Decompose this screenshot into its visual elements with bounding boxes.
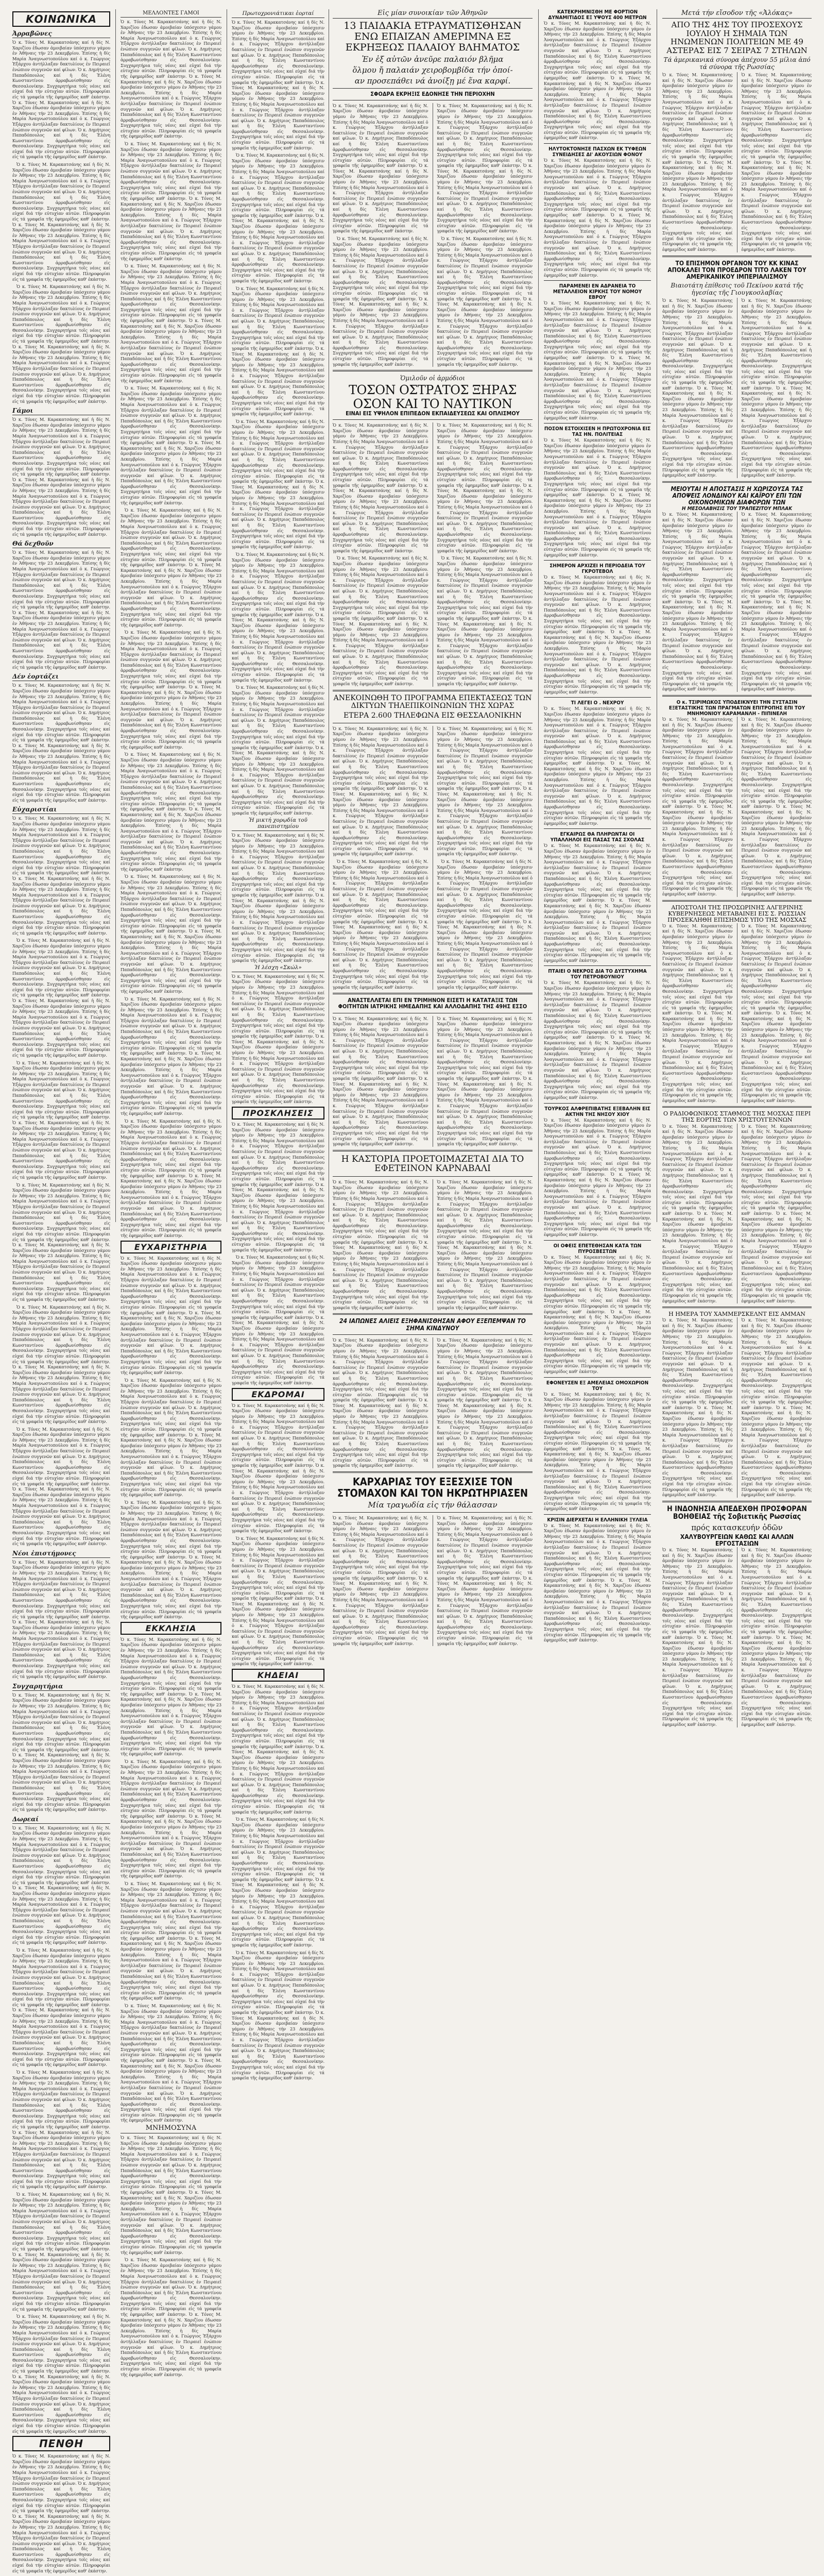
body-text: Ὁ κ. Τόνες Μ. Καρακατσάνης καί ἡ δίς Ν. Χαριζίου ἐδωσαν ἀμοιβαίαν ὑπόσχεσιν γάμου ἐν Ἀθήναις τήν 23 Δεκεμβρίου. Ἐπίσης ἡ δίς Μαρία Ἀναγνωστοπούλου καί ὁ κ. Γεώργιος Ἐξάρχου ἀντήλλαξαν δακτυλίους ἐν Πειραιεῖ ἐνώπιον συγγενῶν καί φίλων. Ὁ κ. Δημήτριος Παπαδόπουλος καί ἡ δίς Ἑλένη Κωνσταντίνου ἀρραβωνίσθησαν εἰς Θεσσαλονίκην. Συγχαρητήρια τοῖς νέοις καί εὐχαί διά τήν εὐτυχίαν αὐτῶν. Πληροφορίαι εἰς τά γραφεῖα τῆς ἐφημερίδος καθ' ἑκάστην. Ὁ κ. Τόνες Μ. Καρακατσάνης καί ἡ δίς Ν. Χαριζίου ἐδωσαν ἀμοιβαίαν ὑπόσχεσιν γάμου ἐν Ἀθήναις τήν 23 Δεκεμβρίου. Ἐπίσης ἡ δίς Μαρία Ἀναγνωστοπούλου καί ὁ κ. Γεώργιος Ἐξάρχου ἀντήλλαξαν δακτυλίους ἐν Πειραιεῖ ἐνώπιον συγγενῶν καί φίλων. Ὁ κ. Δημήτριος Παπαδόπουλος καί ἡ δίς Ἑλένη Κωνσταντίνου ἀρραβωνίσθησαν εἰς Θεσσαλονίκην. Συγχαρητήρια τοῖς νέοις καί εὐχαί διά τήν εὐτυχίαν αὐτῶν. Πληροφορίαι εἰς τά γραφεῖα τῆς ἐφημερίδος καθ' ἑκάστην.	[333, 859, 428, 990]
subhead-receptions: Θά δεχθοῦν	[12, 540, 110, 548]
body-text: Ὁ κ. Τόνες Μ. Καρακατσάνης καί ἡ δίς Ν. Χαριζίου ἐδωσαν ἀμοιβαίαν ὑπόσχεσιν γάμου ἐν Ἀθήναις τήν 23 Δεκεμβρίου. Ἐπίσης ἡ δίς Μαρία Ἀναγνωστοπούλου καί ὁ κ. Γεώργιος Ἐξάρχου ἀντήλλαξαν δακτυλίους ἐν Πειραιεῖ ἐνώπιον συγγενῶν καί φίλων. Ὁ κ. Δημήτριος Παπαδόπουλος καί ἡ δίς Ἑλένη Κωνσταντίνου ἀρραβωνίσθησαν εἰς Θεσσαλονίκην. Συγχαρητήρια τοῖς νέοις καί εὐχαί διά τήν εὐτυχίαν αὐτῶν. Πληροφορίαι εἰς τά γραφεῖα τῆς ἐφημερίδος καθ' ἑκάστην. Ὁ κ. Τόνες Μ. Καρακατσάνης καί ἡ δίς Ν. Χαριζίου ἐδωσαν ἀμοιβαίαν ὑπόσχεσιν γάμου ἐν Ἀθήναις τήν 23 Δεκεμβρίου. Ἐπίσης ἡ δίς Μαρία Ἀναγνωστοπούλου καί ὁ κ. Γεώργιος Ἐξάρχου ἀντήλλαξαν δακτυλίους ἐν Πειραιεῖ ἐνώπιον συγγενῶν καί φίλων. Ὁ κ. Δημήτριος Παπαδόπουλος καί ἡ δίς Ἑλένη Κωνσταντίνου ἀρραβωνίσθησαν εἰς Θεσσαλονίκην. Συγχαρητήρια τοῖς νέοις καί εὐχαί διά τήν εὐτυχίαν αὐτῶν. Πληροφορίαι εἰς τά γραφεῖα τῆς ἐφημερίδος καθ' ἑκάστην.	[12, 938, 110, 1058]
rule	[333, 1512, 533, 1513]
double-rule	[662, 695, 812, 697]
rule	[333, 1176, 533, 1177]
rule	[544, 1514, 651, 1515]
body-text: Ὁ κ. Τόνες Μ. Καρακατσάνης καί ἡ δίς Ν. Χαριζίου ἐδωσαν ἀμοιβαίαν ὑπόσχεσιν γάμου ἐν Ἀθήναις τήν 23 Δεκεμβρίου. Ἐπίσης ἡ δίς Μαρία Ἀναγνωστοπούλου καί ὁ κ. Γεώργιος Ἐξάρχου ἀντήλλαξαν δακτυλίους ἐν Πειραιεῖ ἐνώπιον συγγενῶν καί φίλων. Ὁ κ. Δημήτριος Παπαδόπουλος καί ἡ δίς Ἑλένη Κωνσταντίνου ἀρραβωνίσθησαν εἰς Θεσσαλονίκην. Συγχαρητήρια τοῖς νέοις καί εὐχαί διά τήν εὐτυχίαν αὐτῶν. Πληροφορίαι εἰς τά γραφεῖα τῆς ἐφημερίδος καθ' ἑκάστην. Ὁ κ. Τόνες Μ. Καρακατσάνης καί ἡ δίς Ν. Χαριζίου ἐδωσαν ἀμοιβαίαν ὑπόσχεσιν γάμου ἐν Ἀθήναις τήν 23 Δεκεμβρίου. Ἐπίσης ἡ δίς Μαρία Ἀναγνωστοπούλου καί ὁ κ. Γεώργιος Ἐξάρχου ἀντήλλαξαν δακτυλίους ἐν Πειραιεῖ ἐνώπιον συγγενῶν καί φίλων. Ὁ κ. Δημήτριος Παπαδόπουλος καί ἡ δίς Ἑλένη Κωνσταντίνου ἀρραβωνίσθησαν εἰς Θεσσαλονίκην. Συγχαρητήρια τοῖς νέοις καί εὐχαί διά τήν εὐτυχίαν αὐτῶν. Πληροφορίαι εἰς τά γραφεῖα τῆς ἐφημερίδος καθ' ἑκάστην.	[333, 555, 428, 687]
body-text: Ὁ κ. Τόνες Μ. Καρακατσάνης καί ἡ δίς Ν. Χαριζίου ἐδωσαν ἀμοιβαίαν ὑπόσχεσιν γάμου ἐν Ἀθήναις τήν 23 Δεκεμβρίου. Ἐπίσης ἡ δίς Μαρία Ἀναγνωστοπούλου καί ὁ κ. Γεώργιος Ἐξάρχου ἀντήλλαξαν δακτυλίους ἐν Πειραιεῖ ἐνώπιον συγγενῶν καί φίλων. Ὁ κ. Δημήτριος Παπαδόπουλος καί ἡ δίς Ἑλένη Κωνσταντίνου ἀρραβωνίσθησαν εἰς Θεσσαλονίκην. Συγχαρητήρια τοῖς νέοις καί εὐχαί διά τήν εὐτυχίαν αὐτῶν. Πληροφορίαι εἰς τά γραφεῖα τῆς ἐφημερίδος καθ' ἑκάστην. Ὁ κ. Τόνες Μ. Καρακατσάνης καί ἡ δίς Ν. Χαριζίου ἐδωσαν ἀμοιβαίαν ὑπόσχεσιν γάμου ἐν Ἀθήναις τήν 23 Δεκεμβρίου. Ἐπίσης ἡ δίς Μαρία Ἀναγνωστοπούλου καί ὁ κ. Γεώργιος Ἐξάρχου ἀντήλλαξαν δακτυλίους ἐν Πειραιεῖ ἐνώπιον συγγενῶν καί φίλων. Ὁ κ. Δημήτριος Παπαδόπουλος καί ἡ δίς Ἑλένη Κωνσταντίνου ἀρραβωνίσθησαν εἰς Θεσσαλονίκην. Συγχαρητήρια τοῖς νέοις καί εὐχαί διά τήν εὐτυχίαν αὐτῶν. Πληροφορίαι εἰς τά γραφεῖα τῆς ἐφημερίδος καθ' ἑκάστην.	[544, 706, 651, 826]
section-title-invitations: ΠΡΟΣΚΛΗΣΕΙΣ	[232, 1107, 324, 1120]
body-text: Ὁ κ. Τόνες Μ. Καρακατσάνης καί ἡ δίς Ν. Χαριζίου ἐδωσαν ἀμοιβαίαν ὑπόσχεσιν γάμου ἐν Ἀθήναις τήν 23 Δεκεμβρίου. Ἐπίσης ἡ δίς Μαρία Ἀναγνωστοπούλου καί ὁ κ. Γεώργιος Ἐξάρχου ἀντήλλαξαν δακτυλίους ἐν Πειραιεῖ ἐνώπιον συγγενῶν καί φίλων. Ὁ κ. Δημήτριος Παπαδόπουλος καί ἡ δίς Ἑλένη Κωνσταντίνου ἀρραβωνίσθησαν εἰς Θεσσαλονίκην. Συγχαρητήρια τοῖς νέοις καί εὐχαί διά τήν εὐτυχίαν αὐτῶν. Πληροφορίαι εἰς τά γραφεῖα τῆς ἐφημερίδος καθ' ἑκάστην. Ὁ κ. Τόνες Μ. Καρακατσάνης καί ἡ δίς Ν. Χαριζίου ἐδωσαν ἀμοιβαίαν ὑπόσχεσιν γάμου ἐν Ἀθήναις τήν 23 Δεκεμβρίου. Ἐπίσης ἡ δίς Μαρία Ἀναγνωστοπούλου καί ὁ κ. Γεώργιος Ἐξάρχου ἀντήλλαξαν δακτυλίους ἐν Πειραιεῖ ἐνώπιον συγγενῶν καί φίλων. Ὁ κ. Δημήτριος Παπαδόπουλος καί ἡ δίς Ἑλένη Κωνσταντίνου ἀρραβωνίσθησαν εἰς Θεσσαλονίκην. Συγχαρητήρια τοῖς νέοις καί εὐχαί διά τήν εὐτυχίαν αὐτῶν. Πληροφορίαι εἰς τά γραφεῖα τῆς ἐφημερίδος καθ' ἑκάστην.	[12, 1426, 110, 1547]
two-col-block	[333, 422, 533, 687]
body-text: Ὁ κ. Τόνες Μ. Καρακατσάνης καί ἡ δίς Ν. Χαριζίου ἐδωσαν ἀμοιβαίαν ὑπόσχεσιν γάμου ἐν Ἀθήναις τήν 23 Δεκεμβρίου. Ἐπίσης ἡ δίς Μαρία Ἀναγνωστοπούλου καί ὁ κ. Γεώργιος Ἐξάρχου ἀντήλλαξαν δακτυλίους ἐν Πειραιεῖ ἐνώπιον συγγενῶν καί φίλων. Ὁ κ. Δημήτριος Παπαδόπουλος καί ἡ δίς Ἑλένη Κωνσταντίνου ἀρραβωνίσθησαν εἰς Θεσσαλονίκην. Συγχαρητήρια τοῖς νέοις καί εὐχαί διά τήν εὐτυχίαν αὐτῶν. Πληροφορίαι εἰς τά γραφεῖα τῆς ἐφημερίδος καθ' ἑκάστην. Ὁ κ. Τόνες Μ. Καρακατσάνης καί ἡ δίς Ν. Χαριζίου ἐδωσαν ἀμοιβαίαν ὑπόσχεσιν γάμου ἐν Ἀθήναις τήν 23 Δεκεμβρίου. Ἐπίσης ἡ δίς Μαρία Ἀναγνωστοπούλου καί ὁ κ. Γεώργιος Ἐξάρχου ἀντήλλαξαν δακτυλίους ἐν Πειραιεῖ ἐνώπιον συγγενῶν καί φίλων. Ὁ κ. Δημήτριος Παπαδόπουλος καί ἡ δίς Ἑλένη Κωνσταντίνου ἀρραβωνίσθησαν εἰς Θεσσαλονίκην. Συγχαρητήρια τοῖς νέοις καί εὐχαί διά τήν εὐτυχίαν αὐτῶν. Πληροφορίαι εἰς τά γραφεῖα τῆς ἐφημερίδος καθ' ἑκάστην.	[232, 1122, 324, 1252]
body-text: Ὁ κ. Τόνες Μ. Καρακατσάνης καί ἡ δίς Ν. Χαριζίου ἐδωσαν ἀμοιβαίαν ὑπόσχεσιν γάμου ἐν Ἀθήναις τήν 23 Δεκεμβρίου. Ἐπίσης ἡ δίς Μαρία Ἀναγνωστοπούλου καί ὁ κ. Γεώργιος Ἐξάρχου ἀντήλλαξαν δακτυλίους ἐν Πειραιεῖ ἐνώπιον συγγενῶν καί φίλων. Ὁ κ. Δημήτριος Παπαδόπουλος καί ἡ δίς Ἑλένη Κωνσταντίνου ἀρραβωνίσθησαν εἰς Θεσσαλονίκην. Συγχαρητήρια τοῖς νέοις καί εὐχαί διά τήν εὐτυχίαν αὐτῶν. Πληροφορίαι εἰς τά γραφεῖα τῆς ἐφημερίδος καθ' ἑκάστην. Ὁ κ. Τόνες Μ. Καρακατσάνης καί ἡ δίς Ν. Χαριζίου ἐδωσαν ἀμοιβαίαν ὑπόσχεσιν γάμου ἐν Ἀθήναις τήν 23 Δεκεμβρίου. Ἐπίσης ἡ δίς Μαρία Ἀναγνωστοπούλου καί ὁ κ. Γεώργιος Ἐξάρχου ἀντήλλαξαν δακτυλίους ἐν Πειραιεῖ ἐνώπιον συγγενῶν καί φίλων. Ὁ κ. Δημήτριος Παπαδόπουλος καί ἡ δίς Ἑλένη Κωνσταντίνου ἀρραβωνίσθησαν εἰς Θεσσαλονίκην. Συγχαρητήρια τοῖς νέοις καί εὐχαί διά τήν εὐτυχίαν αὐτῶν. Πληροφορίαι εἰς τά γραφεῖα τῆς ἐφημερίδος καθ' ἑκάστην.	[333, 422, 428, 553]
body-text: Ὁ κ. Τόνες Μ. Καρακατσάνης καί ἡ δίς Ν. Χαριζίου ἐδωσαν ἀμοιβαίαν ὑπόσχεσιν γάμου ἐν Ἀθήναις τήν 23 Δεκεμβρίου. Ἐπίσης ἡ δίς Μαρία Ἀναγνωστοπούλου καί ὁ κ. Γεώργιος Ἐξάρχου ἀντήλλαξαν δακτυλίους ἐν Πειραιεῖ ἐνώπιον συγγενῶν καί φίλων. Ὁ κ. Δημήτριος Παπαδόπουλος καί ἡ δίς Ἑλένη Κωνσταντίνου ἀρραβωνίσθησαν εἰς Θεσσαλονίκην. Συγχαρητήρια τοῖς νέοις καί εὐχαί διά τήν εὐτυχίαν αὐτῶν. Πληροφορίαι εἰς τά γραφεῖα τῆς ἐφημερίδος καθ' ἑκάστην. Ὁ κ. Τόνες Μ. Καρακατσάνης καί ἡ δίς Ν. Χαριζίου ἐδωσαν ἀμοιβαίαν ὑπόσχεσιν γάμου ἐν Ἀθήναις τήν 23 Δεκεμβρίου. Ἐπίσης ἡ δίς Μαρία Ἀναγνωστοπούλου καί ὁ κ. Γεώργιος Ἐξάρχου ἀντήλλαξαν δακτυλίους ἐν Πειραιεῖ ἐνώπιον συγγενῶν καί φίλων. Ὁ κ. Δημήτριος Παπαδόπουλος καί ἡ δίς Ἑλένη Κωνσταντίνου ἀρραβωνίσθησαν εἰς Θεσσαλονίκην. Συγχαρητήρια τοῖς νέοις καί εὐχαί διά τήν εὐτυχίαν αὐτῶν. Πληροφορίαι εἰς τά γραφεῖα τῆς ἐφημερίδος καθ' ἑκάστην.	[12, 1692, 110, 1812]
headline-algeria: ΑΠΟΣΤΟΛΗ ΤΗΣ ΠΡΟΣΩΡΙΝΗΣ ΑΛΓΕΡΙΝΗΣ ΚΥΒΕΡΝΗΣΕΩΣ ΜΕΤΑΒΑΙΝΕΙ ΕΙΣ Σ. ΡΩΣΣΙΑΝ	[668, 904, 806, 917]
headline-nehru: ΤΙ ΛΕΓΕΙ Ο . ΝΕΧΡΟΥ	[571, 700, 624, 706]
body-text: Ὁ κ. Τόνες Μ. Καρακατσάνης καί ἡ δίς Ν. Χαριζίου ἐδωσαν ἀμοιβαίαν ὑπόσχεσιν γάμου ἐν Ἀθήναις τήν 23 Δεκεμβρίου. Ἐπίσης ἡ δίς Μαρία Ἀναγνωστοπούλου καί ὁ κ. Γεώργιος Ἐξάρχου ἀντήλλαξαν δακτυλίους ἐν Πειραιεῖ ἐνώπιον συγγενῶν καί φίλων. Ὁ κ. Δημήτριος Παπαδόπουλος καί ἡ δίς Ἑλένη Κωνσταντίνου ἀρραβωνίσθησαν εἰς Θεσσαλονίκην. Συγχαρητήρια τοῖς νέοις καί εὐχαί διά τήν εὐτυχίαν αὐτῶν. Πληροφορίαι εἰς τά γραφεῖα τῆς ἐφημερίδος καθ' ἑκάστην. Ὁ κ. Τόνες Μ. Καρακατσάνης καί ἡ δίς Ν. Χαριζίου ἐδωσαν ἀμοιβαίαν ὑπόσχεσιν γάμου ἐν Ἀθήναις τήν 23 Δεκεμβρίου. Ἐπίσης ἡ δίς Μαρία Ἀναγνωστοπούλου καί ὁ κ. Γεώργιος Ἐξάρχου ἀντήλλαξαν δακτυλίους ἐν Πειραιεῖ ἐνώπιον συγγενῶν καί φίλων. Ὁ κ. Δημήτριος Παπαδόπουλος καί ἡ δίς Ἑλένη Κωνσταντίνου ἀρραβωνίσθησαν εἰς Θεσσαλονίκην. Συγχαρητήρια τοῖς νέοις καί εὐχαί διά τήν εὐτυχίαν αὐτῶν. Πληροφορίαι εἰς τά γραφεῖα τῆς ἐφημερίδος καθ' ἑκάστην.	[12, 1825, 110, 1945]
two-col-block	[333, 103, 533, 367]
subhead-wishes: Εὐχαριστίαι	[12, 806, 110, 814]
deck-peking: Βιαιοτάτη ἐπίθεσις τοῦ Πεκίνου κατά τῆς ἡγεσίας τῆς Γιουγκοσλαβίας	[671, 282, 803, 297]
subhead-congrats: Συγχαρητήρια	[12, 1683, 110, 1691]
body-text: Ὁ κ. Τόνες Μ. Καρακατσάνης καί ἡ δίς Ν. Χαριζίου ἐδωσαν ἀμοιβαίαν ὑπόσχεσιν γάμου ἐν Ἀθήναις τήν 23 Δεκεμβρίου. Ἐπίσης ἡ δίς Μαρία Ἀναγνωστοπούλου καί ὁ κ. Γεώργιος Ἐξάρχου ἀντήλλαξαν δακτυλίους ἐν Πειραιεῖ ἐνώπιον συγγενῶν καί φίλων. Ὁ κ. Δημήτριος Παπαδόπουλος καί ἡ δίς Ἑλένη Κωνσταντίνου ἀρραβωνίσθησαν εἰς Θεσσαλονίκην. Συγχαρητήρια τοῖς νέοις καί εὐχαί διά τήν εὐτυχίαν αὐτῶν. Πληροφορίαι εἰς τά γραφεῖα τῆς ἐφημερίδος καθ' ἑκάστην. Ὁ κ. Τόνες Μ. Καρακατσάνης καί ἡ δίς Ν. Χαριζίου ἐδωσαν ἀμοιβαίαν ὑπόσχεσιν γάμου ἐν Ἀθήναις τήν 23 Δεκεμβρίου. Ἐπίσης ἡ δίς Μαρία Ἀναγνωστοπούλου καί ὁ κ. Γεώργιος Ἐξάρχου ἀντήλλαξαν δακτυλίους ἐν Πειραιεῖ ἐνώπιον συγγενῶν καί φίλων. Ὁ κ. Δημήτριος Παπαδόπουλος καί ἡ δίς Ἑλένη Κωνσταντίνου ἀρραβωνίσθησαν εἰς Θεσσαλονίκην. Συγχαρητήρια τοῖς νέοις καί εὐχαί διά τήν εὐτυχίαν αὐτῶν. Πληροφορίαι εἰς τά γραφεῖα τῆς ἐφημερίδος καθ' ἑκάστην.	[12, 1182, 110, 1302]
body-text: Ὁ κ. Τόνες Μ. Καρακατσάνης καί ἡ δίς Ν. Χαριζίου ἐδωσαν ἀμοιβαίαν ὑπόσχεσιν γάμου ἐν Ἀθήναις τήν 23 Δεκεμβρίου. Ἐπίσης ἡ δίς Μαρία Ἀναγνωστοπούλου καί ὁ κ. Γεώργιος Ἐξάρχου ἀντήλλαξαν δακτυλίους ἐν Πειραιεῖ ἐνώπιον συγγενῶν καί φίλων. Ὁ κ. Δημήτριος Παπαδόπουλος καί ἡ δίς Ἑλένη Κωνσταντίνου ἀρραβωνίσθησαν εἰς Θεσσαλονίκην. Συγχαρητήρια τοῖς νέοις καί εὐχαί διά τήν εὐτυχίαν αὐτῶν. Πληροφορίαι εἰς τά γραφεῖα τῆς ἐφημερίδος καθ' ἑκάστην. Ὁ κ. Τόνες Μ. Καρακατσάνης καί ἡ δίς Ν. Χαριζίου ἐδωσαν ἀμοιβαίαν ὑπόσχεσιν γάμου ἐν Ἀθήναις τήν 23 Δεκεμβρίου. Ἐπίσης ἡ δίς Μαρία Ἀναγνωστοπούλου καί ὁ κ. Γεώργιος Ἐξάρχου ἀντήλλαξαν δακτυλίους ἐν Πειραιεῖ ἐνώπιον συγγενῶν καί φίλων. Ὁ κ. Δημήτριος Παπαδόπουλος καί ἡ δίς Ἑλένη Κωνσταντίνου ἀρραβωνίσθησαν εἰς Θεσσαλονίκην. Συγχαρητήρια τοῖς νέοις καί εὐχαί διά τήν εὐτυχίαν αὐτῶν. Πληροφορίαι εἰς τά γραφεῖα τῆς ἐφημερίδος καθ' ἑκάστην.	[741, 512, 812, 692]
body-text: Ὁ κ. Τόνες Μ. Καρακατσάνης καί ἡ δίς Ν. Χαριζίου ἐδωσαν ἀμοιβαίαν ὑπόσχεσιν γάμου ἐν Ἀθήναις τήν 23 Δεκεμβρίου. Ἐπίσης ἡ δίς Μαρία Ἀναγνωστοπούλου καί ὁ κ. Γεώργιος Ἐξάρχου ἀντήλλαξαν δακτυλίους ἐν Πειραιεῖ ἐνώπιον συγγενῶν καί φίλων. Ὁ κ. Δημήτριος Παπαδόπουλος καί ἡ δίς Ἑλένη Κωνσταντίνου ἀρραβωνίσθησαν εἰς Θεσσαλονίκην. Συγχαρητήρια τοῖς νέοις καί εὐχαί διά τήν εὐτυχίαν αὐτῶν. Πληροφορίαι εἰς τά γραφεῖα τῆς ἐφημερίδος καθ' ἑκάστην. Ὁ κ. Τόνες Μ. Καρακατσάνης καί ἡ δίς Ν. Χαριζίου ἐδωσαν ἀμοιβαίαν ὑπόσχεσιν γάμου ἐν Ἀθήναις τήν 23 Δεκεμβρίου. Ἐπίσης ἡ δίς Μαρία Ἀναγνωστοπούλου καί ὁ κ. Γεώργιος Ἐξάρχου ἀντήλλαξαν δακτυλίους ἐν Πειραιεῖ ἐνώπιον συγγενῶν καί φίλων. Ὁ κ. Δημήτριος Παπαδόπουλος καί ἡ δίς Ἑλένη Κωνσταντίνου ἀρραβωνίσθησαν εἰς Θεσσαλονίκην. Συγχαρητήρια τοῖς νέοις καί εὐχαί διά τήν εὐτυχίαν αὐτῶν. Πληροφορίαι εἰς τά γραφεῖα τῆς ἐφημερίδος καθ' ἑκάστην.	[12, 1304, 110, 1425]
double-rule	[333, 993, 533, 994]
subhead-weddings: Γάμοι	[12, 407, 110, 415]
headline-indonesia-sub2: ΧΑΛΥΒΟΥΡΓΕΙΩΝ ΚΑΘΩΣ ΚΑΙ ΑΛΛΩΝ ΕΡΓΟΣΤΑΣΙΩΝ	[680, 1533, 794, 1547]
two-col-block	[333, 1337, 533, 1468]
body-text: Ὁ κ. Τόνες Μ. Καρακατσάνης καί ἡ δίς Ν. Χαριζίου ἐδωσαν ἀμοιβαίαν ὑπόσχεσιν γάμου ἐν Ἀθήναις τήν 23 Δεκεμβρίου. Ἐπίσης ἡ δίς Μαρία Ἀναγνωστοπούλου καί ὁ κ. Γεώργιος Ἐξάρχου ἀντήλλαξαν δακτυλίους ἐν Πειραιεῖ ἐνώπιον συγγενῶν καί φίλων. Ὁ κ. Δημήτριος Παπαδόπουλος καί ἡ δίς Ἑλένη Κωνσταντίνου ἀρραβωνίσθησαν εἰς Θεσσαλονίκην. Συγχαρητήρια τοῖς νέοις καί εὐχαί διά τήν εὐτυχίαν αὐτῶν. Πληροφορίαι εἰς τά γραφεῖα τῆς ἐφημερίδος καθ' ἑκάστην. Ὁ κ. Τόνες Μ. Καρακατσάνης καί ἡ δίς Ν. Χαριζίου ἐδωσαν ἀμοιβαίαν ὑπόσχεσιν γάμου ἐν Ἀθήναις τήν 23 Δεκεμβρίου. Ἐπίσης ἡ δίς Μαρία Ἀναγνωστοπούλου καί ὁ κ. Γεώργιος Ἐξάρχου ἀντήλλαξαν δακτυλίους ἐν Πειραιεῖ ἐνώπιον συγγενῶν καί φίλων. Ὁ κ. Δημήτριος Παπαδόπουλος καί ἡ δίς Ἑλένη Κωνσταντίνου ἀρραβωνίσθησαν εἰς Θεσσαλονίκην. Συγχαρητήρια τοῖς νέοις καί εὐχαί διά τήν εὐτυχίαν αὐτῶν. Πληροφορίαι εἰς τά γραφεῖα τῆς ἐφημερίδος καθ' ἑκάστην.	[12, 417, 110, 537]
body-text: Ὁ κ. Τόνες Μ. Καρακατσάνης καί ἡ δίς Ν. Χαριζίου ἐδωσαν ἀμοιβαίαν ὑπόσχεσιν γάμου ἐν Ἀθήναις τήν 23 Δεκεμβρίου. Ἐπίσης ἡ δίς Μαρία Ἀναγνωστοπούλου καί ὁ κ. Γεώργιος Ἐξάρχου ἀντήλλαξαν δακτυλίους ἐν Πειραιεῖ ἐνώπιον συγγενῶν καί φίλων. Ὁ κ. Δημήτριος Παπαδόπουλος καί ἡ δίς Ἑλένη Κωνσταντίνου ἀρραβωνίσθησαν εἰς Θεσσαλονίκην. Συγχαρητήρια τοῖς νέοις καί εὐχαί διά τήν εὐτυχίαν αὐτῶν. Πληροφορίαι εἰς τά γραφεῖα τῆς ἐφημερίδος καθ' ἑκάστην. Ὁ κ. Τόνες Μ. Καρακατσάνης καί ἡ δίς Ν. Χαριζίου ἐδωσαν ἀμοιβαίαν ὑπόσχεσιν γάμου ἐν Ἀθήναις τήν 23 Δεκεμβρίου. Ἐπίσης ἡ δίς Μαρία Ἀναγνωστοπούλου καί ὁ κ. Γεώργιος Ἐξάρχου ἀντήλλαξαν δακτυλίους ἐν Πειραιεῖ ἐνώπιον συγγενῶν καί φίλων. Ὁ κ. Δημήτριος Παπαδόπουλος καί ἡ δίς Ἑλένη Κωνσταντίνου ἀρραβωνίσθησαν εἰς Θεσσαλονίκην. Συγχαρητήρια τοῖς νέοις καί εὐχαί διά τήν εὐτυχίαν αὐτῶν. Πληροφορίαι εἰς τά γραφεῖα τῆς ἐφημερίδος καθ' ἑκάστην.	[544, 1522, 651, 1643]
body-text: Ὁ κ. Τόνες Μ. Καρακατσάνης καί ἡ δίς Ν. Χαριζίου ἐδωσαν ἀμοιβαίαν ὑπόσχεσιν γάμου ἐν Ἀθήναις τήν 23 Δεκεμβρίου. Ἐπίσης ἡ δίς Μαρία Ἀναγνωστοπούλου καί ὁ κ. Γεώργιος Ἐξάρχου ἀντήλλαξαν δακτυλίους ἐν Πειραιεῖ ἐνώπιον συγγενῶν καί φίλων. Ὁ κ. Δημήτριος Παπαδόπουλος καί ἡ δίς Ἑλένη Κωνσταντίνου ἀρραβωνίσθησαν εἰς Θεσσαλονίκην. Συγχαρητήρια τοῖς νέοις καί εὐχαί διά τήν εὐτυχίαν αὐτῶν. Πληροφορίαι εἰς τά γραφεῖα τῆς ἐφημερίδος καθ' ἑκάστην. Ὁ κ. Τόνες Μ. Καρακατσάνης καί ἡ δίς Ν. Χαριζίου ἐδωσαν ἀμοιβαίαν ὑπόσχεσιν γάμου ἐν Ἀθήναις τήν 23 Δεκεμβρίου. Ἐπίσης ἡ δίς Μαρία Ἀναγνωστοπούλου καί ὁ κ. Γεώργιος Ἐξάρχου ἀντήλλαξαν δακτυλίους ἐν Πειραιεῖ ἐνώπιον συγγενῶν καί φίλων. Ὁ κ. Δημήτριος Παπαδόπουλος καί ἡ δίς Ἑλένη Κωνσταντίνου ἀρραβωνίσθησαν εἰς Θεσσαλονίκην. Συγχαρητήρια τοῖς νέοις καί εὐχαί διά τήν εὐτυχίαν αὐτῶν. Πληροφορίαι εἰς τά γραφεῖα τῆς ἐφημερίδος καθ' ἑκάστην.	[121, 874, 221, 994]
headline-indonesia-sub: πρός κατασκευήν ὁδῶν	[691, 1522, 783, 1532]
section-title-social: ΚΟΙΝΩΝΙΚΑ	[12, 11, 110, 27]
body-text: Ὁ κ. Τόνες Μ. Καρακατσάνης καί ἡ δίς Ν. Χαριζίου ἐδωσαν ἀμοιβαίαν ὑπόσχεσιν γάμου ἐν Ἀθήναις τήν 23 Δεκεμβρίου. Ἐπίσης ἡ δίς Μαρία Ἀναγνωστοπούλου καί ὁ κ. Γεώργιος Ἐξάρχου ἀντήλλαξαν δακτυλίους ἐν Πειραιεῖ ἐνώπιον συγγενῶν καί φίλων. Ὁ κ. Δημήτριος Παπαδόπουλος καί ἡ δίς Ἑλένη Κωνσταντίνου ἀρραβωνίσθησαν εἰς Θεσσαλονίκην. Συγχαρητήρια τοῖς νέοις καί εὐχαί διά τήν εὐτυχίαν αὐτῶν. Πληροφορίαι εἰς τά γραφεῖα τῆς ἐφημερίδος καθ' ἑκάστην. Ὁ κ. Τόνες Μ. Καρακατσάνης καί ἡ δίς Ν. Χαριζίου ἐδωσαν ἀμοιβαίαν ὑπόσχεσιν γάμου ἐν Ἀθήναις τήν 23 Δεκεμβρίου. Ἐπίσης ἡ δίς Μαρία Ἀναγνωστοπούλου καί ὁ κ. Γεώργιος Ἐξάρχου ἀντήλλαξαν δακτυλίους ἐν Πειραιεῖ ἐνώπιον συγγενῶν καί φίλων. Ὁ κ. Δημήτριος Παπαδόπουλος καί ἡ δίς Ἑλένη Κωνσταντίνου ἀρραβωνίσθησαν εἰς Θεσσαλονίκην. Συγχαρητήρια τοῖς νέοις καί εὐχαί διά τήν εὐτυχίαν αὐτῶν. Πληροφορίαι εἰς τά γραφεῖα τῆς ἐφημερίδος καθ' ἑκάστην.	[121, 1499, 221, 1620]
body-text: Ὁ κ. Τόνες Μ. Καρακατσάνης καί ἡ δίς Ν. Χαριζίου ἐδωσαν ἀμοιβαίαν ὑπόσχεσιν γάμου ἐν Ἀθήναις τήν 23 Δεκεμβρίου. Ἐπίσης ἡ δίς Μαρία Ἀναγνωστοπούλου καί ὁ κ. Γεώργιος Ἐξάρχου ἀντήλλαξαν δακτυλίους ἐν Πειραιεῖ ἐνώπιον συγγενῶν καί φίλων. Ὁ κ. Δημήτριος Παπαδόπουλος καί ἡ δίς Ἑλένη Κωνσταντίνου ἀρραβωνίσθησαν εἰς Θεσσαλονίκην. Συγχαρητήρια τοῖς νέοις καί εὐχαί διά τήν εὐτυχίαν αὐτῶν. Πληροφορίαι εἰς τά γραφεῖα τῆς ἐφημερίδος καθ' ἑκάστην. Ὁ κ. Τόνες Μ. Καρακατσάνης καί ἡ δίς Ν. Χαριζίου ἐδωσαν ἀμοιβαίαν ὑπόσχεσιν γάμου ἐν Ἀθήναις τήν 23 Δεκεμβρίου. Ἐπίσης ἡ δίς Μαρία Ἀναγνωστοπούλου καί ὁ κ. Γεώργιος Ἐξάρχου ἀντήλλαξαν δακτυλίους ἐν Πειραιεῖ ἐνώπιον συγγενῶν καί φίλων. Ὁ κ. Δημήτριος Παπαδόπουλος καί ἡ δίς Ἑλένη Κωνσταντίνου ἀρραβωνίσθησαν εἰς Θεσσαλονίκην. Συγχαρητήρια τοῖς νέοις καί εὐχαί διά τήν εὐτυχίαν αὐτῶν. Πληροφορίαι εἰς τά γραφεῖα τῆς ἐφημερίδος καθ' ἑκάστην.	[437, 422, 533, 553]
body-text: Ὁ κ. Τόνες Μ. Καρακατσάνης καί ἡ δίς Ν. Χαριζίου ἐδωσαν ἀμοιβαίαν ὑπόσχεσιν γάμου ἐν Ἀθήναις τήν 23 Δεκεμβρίου. Ἐπίσης ἡ δίς Μαρία Ἀναγνωστοπούλου καί ὁ κ. Γεώργιος Ἐξάρχου ἀντήλλαξαν δακτυλίους ἐν Πειραιεῖ ἐνώπιον συγγενῶν καί φίλων. Ὁ κ. Δημήτριος Παπαδόπουλος καί ἡ δίς Ἑλένη Κωνσταντίνου ἀρραβωνίσθησαν εἰς Θεσσαλονίκην. Συγχαρητήρια τοῖς νέοις καί εὐχαί διά τήν εὐτυχίαν αὐτῶν. Πληροφορίαι εἰς τά γραφεῖα τῆς ἐφημερίδος καθ' ἑκάστην. Ὁ κ. Τόνες Μ. Καρακατσάνης καί ἡ δίς Ν. Χαριζίου ἐδωσαν ἀμοιβαίαν ὑπόσχεσιν γάμου ἐν Ἀθήναις τήν 23 Δεκεμβρίου. Ἐπίσης ἡ δίς Μαρία Ἀναγνωστοπούλου καί ὁ κ. Γεώργιος Ἐξάρχου ἀντήλλαξαν δακτυλίους ἐν Πειραιεῖ ἐνώπιον συγγενῶν καί φίλων. Ὁ κ. Δημήτριος Παπαδόπουλος καί ἡ δίς Ἑλένη Κωνσταντίνου ἀρραβωνίσθησαν εἰς Θεσσαλονίκην. Συγχαρητήρια τοῖς νέοις καί εὐχαί διά τήν εὐτυχίαν αὐτῶν. Πληροφορίαι εἰς τά γραφεῖα τῆς ἐφημερίδος καθ' ἑκάστην.	[232, 1950, 324, 2081]
body-text: Ὁ κ. Τόνες Μ. Καρακατσάνης καί ἡ δίς Ν. Χαριζίου ἐδωσαν ἀμοιβαίαν ὑπόσχεσιν γάμου ἐν Ἀθήναις τήν 23 Δεκεμβρίου. Ἐπίσης ἡ δίς Μαρία Ἀναγνωστοπούλου καί ὁ κ. Γεώργιος Ἐξάρχου ἀντήλλαξαν δακτυλίους ἐν Πειραιεῖ ἐνώπιον συγγενῶν καί φίλων. Ὁ κ. Δημήτριος Παπαδόπουλος καί ἡ δίς Ἑλένη Κωνσταντίνου ἀρραβωνίσθησαν εἰς Θεσσαλονίκην. Συγχαρητήρια τοῖς νέοις καί εὐχαί διά τήν εὐτυχίαν αὐτῶν. Πληροφορίαι εἰς τά γραφεῖα τῆς ἐφημερίδος καθ' ἑκάστην. Ὁ κ. Τόνες Μ. Καρακατσάνης καί ἡ δίς Ν. Χαριζίου ἐδωσαν ἀμοιβαίαν ὑπόσχεσιν γάμου ἐν Ἀθήναις τήν 23 Δεκεμβρίου. Ἐπίσης ἡ δίς Μαρία Ἀναγνωστοπούλου καί ὁ κ. Γεώργιος Ἐξάρχου ἀντήλλαξαν δακτυλίους ἐν Πειραιεῖ ἐνώπιον συγγενῶν καί φίλων. Ὁ κ. Δημήτριος Παπαδόπουλος καί ἡ δίς Ἑλένη Κωνσταντίνου ἀρραβωνίσθησαν εἰς Θεσσαλονίκην. Συγχαρητήρια τοῖς νέοις καί εὐχαί διά τήν εὐτυχίαν αὐτῶν. Πληροφορίαι εἰς τά γραφεῖα τῆς ἐφημερίδος καθ' ἑκάστην.	[121, 1636, 221, 1757]
body-text: Ὁ κ. Τόνες Μ. Καρακατσάνης καί ἡ δίς Ν. Χαριζίου ἐδωσαν ἀμοιβαίαν ὑπόσχεσιν γάμου ἐν Ἀθήναις τήν 23 Δεκεμβρίου. Ἐπίσης ἡ δίς Μαρία Ἀναγνωστοπούλου καί ὁ κ. Γεώργιος Ἐξάρχου ἀντήλλαξαν δακτυλίους ἐν Πειραιεῖ ἐνώπιον συγγενῶν καί φίλων. Ὁ κ. Δημήτριος Παπαδόπουλος καί ἡ δίς Ἑλένη Κωνσταντίνου ἀρραβωνίσθησαν εἰς Θεσσαλονίκην. Συγχαρητήρια τοῖς νέοις καί εὐχαί διά τήν εὐτυχίαν αὐτῶν. Πληροφορίαι εἰς τά γραφεῖα τῆς ἐφημερίδος καθ' ἑκάστην. Ὁ κ. Τόνες Μ. Καρακατσάνης καί ἡ δίς Ν. Χαριζίου ἐδωσαν ἀμοιβαίαν ὑπόσχεσιν γάμου ἐν Ἀθήναις τήν 23 Δεκεμβρίου. Ἐπίσης ἡ δίς Μαρία Ἀναγνωστοπούλου καί ὁ κ. Γεώργιος Ἐξάρχου ἀντήλλαξαν δακτυλίους ἐν Πειραιεῖ ἐνώπιον συγγενῶν καί φίλων. Ὁ κ. Δημήτριος Παπαδόπουλος καί ἡ δίς Ἑλένη Κωνσταντίνου ἀρραβωνίσθησαν εἰς Θεσσαλονίκην. Συγχαρητήρια τοῖς νέοις καί εὐχαί διά τήν εὐτυχίαν αὐτῶν. Πληροφορίαι εἰς τά γραφεῖα τῆς ἐφημερίδος καθ' ἑκάστην.	[232, 973, 324, 1105]
two-col-block	[662, 717, 812, 897]
body-text: Ὁ κ. Τόνες Μ. Καρακατσάνης καί ἡ δίς Ν. Χαριζίου ἐδωσαν ἀμοιβαίαν ὑπόσχεσιν γάμου ἐν Ἀθήναις τήν 23 Δεκεμβρίου. Ἐπίσης ἡ δίς Μαρία Ἀναγνωστοπούλου καί ὁ κ. Γεώργιος Ἐξάρχου ἀντήλλαξαν δακτυλίους ἐν Πειραιεῖ ἐνώπιον συγγενῶν καί φίλων. Ὁ κ. Δημήτριος Παπαδόπουλος καί ἡ δίς Ἑλένη Κωνσταντίνου ἀρραβωνίσθησαν εἰς Θεσσαλονίκην. Συγχαρητήρια τοῖς νέοις καί εὐχαί διά τήν εὐτυχίαν αὐτῶν. Πληροφορίαι εἰς τά γραφεῖα τῆς ἐφημερίδος καθ' ἑκάστην. Ὁ κ. Τόνες Μ. Καρακατσάνης καί ἡ δίς Ν. Χαριζίου ἐδωσαν ἀμοιβαίαν ὑπόσχεσιν γάμου ἐν Ἀθήναις τήν 23 Δεκεμβρίου. Ἐπίσης ἡ δίς Μαρία Ἀναγνωστοπούλου καί ὁ κ. Γεώργιος Ἐξάρχου ἀντήλλαξαν δακτυλίους ἐν Πειραιεῖ ἐνώπιον συγγενῶν καί φίλων. Ὁ κ. Δημήτριος Παπαδόπουλος καί ἡ δίς Ἑλένη Κωνσταντίνου ἀρραβωνίσθησαν εἰς Θεσσαλονίκην. Συγχαρητήρια τοῖς νέοις καί εὐχαί διά τήν εὐτυχίαν αὐτῶν. Πληροφορίαι εἰς τά γραφεῖα τῆς ἐφημερίδος καθ' ἑκάστην.	[333, 1179, 428, 1310]
headline-london-cairo-sub: Η ΜΕΣΟΛΑΒΗΣΙΣ ΤΟΥ ΤΡΑΠΕΖΙΤΟΥ ΜΠΛΑΚ	[681, 506, 793, 512]
body-text: Ὁ κ. Τόνες Μ. Καρακατσάνης καί ἡ δίς Ν. Χαριζίου ἐδωσαν ἀμοιβαίαν ὑπόσχεσιν γάμου ἐν Ἀθήναις τήν 23 Δεκεμβρίου. Ἐπίσης ἡ δίς Μαρία Ἀναγνωστοπούλου καί ὁ κ. Γεώργιος Ἐξάρχου ἀντήλλαξαν δακτυλίους ἐν Πειραιεῖ ἐνώπιον συγγενῶν καί φίλων. Ὁ κ. Δημήτριος Παπαδόπουλος καί ἡ δίς Ἑλένη Κωνσταντίνου ἀρραβωνίσθησαν εἰς Θεσσαλονίκην. Συγχαρητήρια τοῖς νέοις καί εὐχαί διά τήν εὐτυχίαν αὐτῶν. Πληροφορίαι εἰς τά γραφεῖα τῆς ἐφημερίδος καθ' ἑκάστην. Ὁ κ. Τόνες Μ. Καρακατσάνης καί ἡ δίς Ν. Χαριζίου ἐδωσαν ἀμοιβαίαν ὑπόσχεσιν γάμου ἐν Ἀθήναις τήν 23 Δεκεμβρίου. Ἐπίσης ἡ δίς Μαρία Ἀναγνωστοπούλου καί ὁ κ. Γεώργιος Ἐξάρχου ἀντήλλαξαν δακτυλίους ἐν Πειραιεῖ ἐνώπιον συγγενῶν καί φίλων. Ὁ κ. Δημήτριος Παπαδόπουλος καί ἡ δίς Ἑλένη Κωνσταντίνου ἀρραβωνίσθησαν εἰς Θεσσαλονίκην. Συγχαρητήρια τοῖς νέοις καί εὐχαί διά τήν εὐτυχίαν αὐτῶν. Πληροφορίαι εἰς τά γραφεῖα τῆς ἐφημερίδος καθ' ἑκάστην.	[232, 1402, 324, 1534]
subhead-engagements: Ἀρραβῶνες	[12, 30, 110, 38]
two-col-block	[662, 1124, 812, 1304]
headline-new-year-cost: ΠΟΣΟΝ ΕΣΤΟΙΧΙΣΕΝ Η ΠΡΩΤΟΧΡΟΝΙΑ ΕΙΣ ΤΑΣ ΗΝ. ΠΟΛΙΤΕΙΑΣ	[544, 426, 651, 438]
double-rule	[662, 900, 812, 902]
rule	[544, 828, 651, 829]
headline-algeria-sub: ΠΡΟΣΕΚΛΗΘΗ ΕΠΙΣΗΜΩΣ ΥΠΟ ΤΗΣ ΜΟΣΧΑΣ	[667, 916, 806, 923]
deck-2: ὅλμου ἤ παλαιάν χειροβομβίδα τήν ὁποί-	[352, 65, 513, 75]
body-text: Ὁ κ. Τόνες Μ. Καρακατσάνης καί ἡ δίς Ν. Χαριζίου ἐδωσαν ἀμοιβαίαν ὑπόσχεσιν γάμου ἐν Ἀθήναις τήν 23 Δεκεμβρίου. Ἐπίσης ἡ δίς Μαρία Ἀναγνωστοπούλου καί ὁ κ. Γεώργιος Ἐξάρχου ἀντήλλαξαν δακτυλίους ἐν Πειραιεῖ ἐνώπιον συγγενῶν καί φίλων. Ὁ κ. Δημήτριος Παπαδόπουλος καί ἡ δίς Ἑλένη Κωνσταντίνου ἀρραβωνίσθησαν εἰς Θεσσαλονίκην. Συγχαρητήρια τοῖς νέοις καί εὐχαί διά τήν εὐτυχίαν αὐτῶν. Πληροφορίαι εἰς τά γραφεῖα τῆς ἐφημερίδος καθ' ἑκάστην. Ὁ κ. Τόνες Μ. Καρακατσάνης καί ἡ δίς Ν. Χαριζίου ἐδωσαν ἀμοιβαίαν ὑπόσχεσιν γάμου ἐν Ἀθήναις τήν 23 Δεκεμβρίου. Ἐπίσης ἡ δίς Μαρία Ἀναγνωστοπούλου καί ὁ κ. Γεώργιος Ἐξάρχου ἀντήλλαξαν δακτυλίους ἐν Πειραιεῖ ἐνώπιον συγγενῶν καί φίλων. Ὁ κ. Δημήτριος Παπαδόπουλος καί ἡ δίς Ἑλένη Κωνσταντίνου ἀρραβωνίσθησαν εἰς Θεσσαλονίκην. Συγχαρητήρια τοῖς νέοις καί εὐχαί διά τήν εὐτυχίαν αὐτῶν. Πληροφορίαι εἰς τά γραφεῖα τῆς ἐφημερίδος καθ' ἑκάστην.	[741, 72, 812, 252]
body-text: Ὁ κ. Τόνες Μ. Καρακατσάνης καί ἡ δίς Ν. Χαριζίου ἐδωσαν ἀμοιβαίαν ὑπόσχεσιν γάμου ἐν Ἀθήναις τήν 23 Δεκεμβρίου. Ἐπίσης ἡ δίς Μαρία Ἀναγνωστοπούλου καί ὁ κ. Γεώργιος Ἐξάρχου ἀντήλλαξαν δακτυλίους ἐν Πειραιεῖ ἐνώπιον συγγενῶν καί φίλων. Ὁ κ. Δημήτριος Παπαδόπουλος καί ἡ δίς Ἑλένη Κωνσταντίνου ἀρραβωνίσθησαν εἰς Θεσσαλονίκην. Συγχαρητήρια τοῖς νέοις καί εὐχαί διά τήν εὐτυχίαν αὐτῶν. Πληροφορίαι εἰς τά γραφεῖα τῆς ἐφημερίδος καθ' ἑκάστην. Ὁ κ. Τόνες Μ. Καρακατσάνης καί ἡ δίς Ν. Χαριζίου ἐδωσαν ἀμοιβαίαν ὑπόσχεσιν γάμου ἐν Ἀθήναις τήν 23 Δεκεμβρίου. Ἐπίσης ἡ δίς Μαρία Ἀναγνωστοπούλου καί ὁ κ. Γεώργιος Ἐξάρχου ἀντήλλαξαν δακτυλίους ἐν Πειραιεῖ ἐνώπιον συγγενῶν καί φίλων. Ὁ κ. Δημήτριος Παπαδόπουλος καί ἡ δίς Ἑλένη Κωνσταντίνου ἀρραβωνίσθησαν εἰς Θεσσαλονίκην. Συγχαρητήρια τοῖς νέοις καί εὐχαί διά τήν εὐτυχίαν αὐτῶν. Πληροφορίαι εἰς τά γραφεῖα τῆς ἐφημερίδος καθ' ἑκάστην.	[333, 725, 428, 857]
body-text: Ὁ κ. Τόνες Μ. Καρακατσάνης καί ἡ δίς Ν. Χαριζίου ἐδωσαν ἀμοιβαίαν ὑπόσχεσιν γάμου ἐν Ἀθήναις τήν 23 Δεκεμβρίου. Ἐπίσης ἡ δίς Μαρία Ἀναγνωστοπούλου καί ὁ κ. Γεώργιος Ἐξάρχου ἀντήλλαξαν δακτυλίους ἐν Πειραιεῖ ἐνώπιον συγγενῶν καί φίλων. Ὁ κ. Δημήτριος Παπαδόπουλος καί ἡ δίς Ἑλένη Κωνσταντίνου ἀρραβωνίσθησαν εἰς Θεσσαλονίκην. Συγχαρητήρια τοῖς νέοις καί εὐχαί διά τήν εὐτυχίαν αὐτῶν. Πληροφορίαι εἰς τά γραφεῖα τῆς ἐφημερίδος καθ' ἑκάστην. Ὁ κ. Τόνες Μ. Καρακατσάνης καί ἡ δίς Ν. Χαριζίου ἐδωσαν ἀμοιβαίαν ὑπόσχεσιν γάμου ἐν Ἀθήναις τήν 23 Δεκεμβρίου. Ἐπίσης ἡ δίς Μαρία Ἀναγνωστοπούλου καί ὁ κ. Γεώργιος Ἐξάρχου ἀντήλλαξαν δακτυλίους ἐν Πειραιεῖ ἐνώπιον συγγενῶν καί φίλων. Ὁ κ. Δημήτριος Παπαδόπουλος καί ἡ δίς Ἑλένη Κωνσταντίνου ἀρραβωνίσθησαν εἰς Θεσσαλονίκην. Συγχαρητήρια τοῖς νέοις καί εὐχαί διά τήν εὐτυχίαν αὐτῶν. Πληροφορίαι εἰς τά γραφεῖα τῆς ἐφημερίδος καθ' ἑκάστην.	[544, 437, 651, 557]
body-text: Ὁ κ. Τόνες Μ. Καρακατσάνης καί ἡ δίς Ν. Χαριζίου ἐδωσαν ἀμοιβαίαν ὑπόσχεσιν γάμου ἐν Ἀθήναις τήν 23 Δεκεμβρίου. Ἐπίσης ἡ δίς Μαρία Ἀναγνωστοπούλου καί ὁ κ. Γεώργιος Ἐξάρχου ἀντήλλαξαν δακτυλίους ἐν Πειραιεῖ ἐνώπιον συγγενῶν καί φίλων. Ὁ κ. Δημήτριος Παπαδόπουλος καί ἡ δίς Ἑλένη Κωνσταντίνου ἀρραβωνίσθησαν εἰς Θεσσαλονίκην. Συγχαρητήρια τοῖς νέοις καί εὐχαί διά τήν εὐτυχίαν αὐτῶν. Πληροφορίαι εἰς τά γραφεῖα τῆς ἐφημερίδος καθ' ἑκάστην. Ὁ κ. Τόνες Μ. Καρακατσάνης καί ἡ δίς Ν. Χαριζίου ἐδωσαν ἀμοιβαίαν ὑπόσχεσιν γάμου ἐν Ἀθήναις τήν 23 Δεκεμβρίου. Ἐπίσης ἡ δίς Μαρία Ἀναγνωστοπούλου καί ὁ κ. Γεώργιος Ἐξάρχου ἀντήλλαξαν δακτυλίους ἐν Πειραιεῖ ἐνώπιον συγγενῶν καί φίλων. Ὁ κ. Δημήτριος Παπαδόπουλος καί ἡ δίς Ἑλένη Κωνσταντίνου ἀρραβωνίσθησαν εἰς Θεσσαλονίκην. Συγχαρητήρια τοῖς νέοις καί εὐχαί διά τήν εὐτυχίαν αὐτῶν. Πληροφορίαι εἰς τά γραφεῖα τῆς ἐφημερίδος καθ' ἑκάστην.	[437, 555, 533, 687]
body-text: Ὁ κ. Τόνες Μ. Καρακατσάνης καί ἡ δίς Ν. Χαριζίου ἐδωσαν ἀμοιβαίαν ὑπόσχεσιν γάμου ἐν Ἀθήναις τήν 23 Δεκεμβρίου. Ἐπίσης ἡ δίς Μαρία Ἀναγνωστοπούλου καί ὁ κ. Γεώργιος Ἐξάρχου ἀντήλλαξαν δακτυλίους ἐν Πειραιεῖ ἐνώπιον συγγενῶν καί φίλων. Ὁ κ. Δημήτριος Παπαδόπουλος καί ἡ δίς Ἑλένη Κωνσταντίνου ἀρραβωνίσθησαν εἰς Θεσσαλονίκην. Συγχαρητήρια τοῖς νέοις καί εὐχαί διά τήν εὐτυχίαν αὐτῶν. Πληροφορίαι εἰς τά γραφεῖα τῆς ἐφημερίδος καθ' ἑκάστην. Ὁ κ. Τόνες Μ. Καρακατσάνης καί ἡ δίς Ν. Χαριζίου ἐδωσαν ἀμοιβαίαν ὑπόσχεσιν γάμου ἐν Ἀθήναις τήν 23 Δεκεμβρίου. Ἐπίσης ἡ δίς Μαρία Ἀναγνωστοπούλου καί ὁ κ. Γεώργιος Ἐξάρχου ἀντήλλαξαν δακτυλίους ἐν Πειραιεῖ ἐνώπιον συγγενῶν καί φίλων. Ὁ κ. Δημήτριος Παπαδόπουλος καί ἡ δίς Ἑλένη Κωνσταντίνου ἀρραβωνίσθησαν εἰς Θεσσαλονίκην. Συγχαρητήρια τοῖς νέοις καί εὐχαί διά τήν εὐτυχίαν αὐτῶν. Πληροφορίαι εἰς τά γραφεῖα τῆς ἐφημερίδος καθ' ἑκάστην.	[437, 236, 533, 367]
headline-grotewohl: ΣΗΜΕΡΟΝ ΑΡΧΙΖΕΙ Η ΠΕΡΙΟΔΕΙΑ ΤΟΥ ΓΚΡΟΤΕΒΟΛ	[550, 563, 645, 575]
body-text: Ὁ κ. Τόνες Μ. Καρακατσάνης καί ἡ δίς Ν. Χαριζίου ἐδωσαν ἀμοιβαίαν ὑπόσχεσιν γάμου ἐν Ἀθήναις τήν 23 Δεκεμβρίου. Ἐπίσης ἡ δίς Μαρία Ἀναγνωστοπούλου καί ὁ κ. Γεώργιος Ἐξάρχου ἀντήλλαξαν δακτυλίους ἐν Πειραιεῖ ἐνώπιον συγγενῶν καί φίλων. Ὁ κ. Δημήτριος Παπαδόπουλος καί ἡ δίς Ἑλένη Κωνσταντίνου ἀρραβωνίσθησαν εἰς Θεσσαλονίκην. Συγχαρητήρια τοῖς νέοις καί εὐχαί διά τήν εὐτυχίαν αὐτῶν. Πληροφορίαι εἰς τά γραφεῖα τῆς ἐφημερίδος καθ' ἑκάστην. Ὁ κ. Τόνες Μ. Καρακατσάνης καί ἡ δίς Ν. Χαριζίου ἐδωσαν ἀμοιβαίαν ὑπόσχεσιν γάμου ἐν Ἀθήναις τήν 23 Δεκεμβρίου. Ἐπίσης ἡ δίς Μαρία Ἀναγνωστοπούλου καί ὁ κ. Γεώργιος Ἐξάρχου ἀντήλλαξαν δακτυλίους ἐν Πειραιεῖ ἐνώπιον συγγενῶν καί φίλων. Ὁ κ. Δημήτριος Παπαδόπουλος καί ἡ δίς Ἑλένη Κωνσταντίνου ἀρραβωνίσθησαν εἰς Θεσσαλονίκην. Συγχαρητήρια τοῖς νέοις καί εὐχαί διά τήν εὐτυχίαν αὐτῶν. Πληροφορίαι εἰς τά γραφεῖα τῆς ἐφημερίδος καθ' ἑκάστην.	[232, 1817, 324, 1947]
body-text: Ὁ κ. Τόνες Μ. Καρακατσάνης καί ἡ δίς Ν. Χαριζίου ἐδωσαν ἀμοιβαίαν ὑπόσχεσιν γάμου ἐν Ἀθήναις τήν 23 Δεκεμβρίου. Ἐπίσης ἡ δίς Μαρία Ἀναγνωστοπούλου καί ὁ κ. Γεώργιος Ἐξάρχου ἀντήλλαξαν δακτυλίους ἐν Πειραιεῖ ἐνώπιον συγγενῶν καί φίλων. Ὁ κ. Δημήτριος Παπαδόπουλος καί ἡ δίς Ἑλένη Κωνσταντίνου ἀρραβωνίσθησαν εἰς Θεσσαλονίκην. Συγχαρητήρια τοῖς νέοις καί εὐχαί διά τήν εὐτυχίαν αὐτῶν. Πληροφορίαι εἰς τά γραφεῖα τῆς ἐφημερίδος καθ' ἑκάστην. Ὁ κ. Τόνες Μ. Καρακατσάνης καί ἡ δίς Ν. Χαριζίου ἐδωσαν ἀμοιβαίαν ὑπόσχεσιν γάμου ἐν Ἀθήναις τήν 23 Δεκεμβρίου. Ἐπίσης ἡ δίς Μαρία Ἀναγνωστοπούλου καί ὁ κ. Γεώργιος Ἐξάρχου ἀντήλλαξαν δακτυλίους ἐν Πειραιεῖ ἐνώπιον συγγενῶν καί φίλων. Ὁ κ. Δημήτριος Παπαδόπουλος καί ἡ δίς Ἑλένη Κωνσταντίνου ἀρραβωνίσθησαν εἰς Θεσσαλονίκην. Συγχαρητήρια τοῖς νέοις καί εὐχαί διά τήν εὐτυχίαν αὐτῶν. Πληροφορίαι εἰς τά γραφεῖα τῆς ἐφημερίδος καθ' ἑκάστην.	[544, 21, 651, 141]
headline-timber: ΚΡΙΣΙΝ ΔΙΕΡΧΕΤΑΙ Η ΕΛΛΗΝΙΚΗ ΞΥΛΕΙΑ	[547, 1517, 648, 1523]
body-text: Ὁ κ. Τόνες Μ. Καρακατσάνης καί ἡ δίς Ν. Χαριζίου ἐδωσαν ἀμοιβαίαν ὑπόσχεσιν γάμου ἐν Ἀθήναις τήν 23 Δεκεμβρίου. Ἐπίσης ἡ δίς Μαρία Ἀναγνωστοπούλου καί ὁ κ. Γεώργιος Ἐξάρχου ἀντήλλαξαν δακτυλίους ἐν Πειραιεῖ ἐνώπιον συγγενῶν καί φίλων. Ὁ κ. Δημήτριος Παπαδόπουλος καί ἡ δίς Ἑλένη Κωνσταντίνου ἀρραβωνίσθησαν εἰς Θεσσαλονίκην. Συγχαρητήρια τοῖς νέοις καί εὐχαί διά τήν εὐτυχίαν αὐτῶν. Πληροφορίαι εἰς τά γραφεῖα τῆς ἐφημερίδος καθ' ἑκάστην. Ὁ κ. Τόνες Μ. Καρακατσάνης καί ἡ δίς Ν. Χαριζίου ἐδωσαν ἀμοιβαίαν ὑπόσχεσιν γάμου ἐν Ἀθήναις τήν 23 Δεκεμβρίου. Ἐπίσης ἡ δίς Μαρία Ἀναγνωστοπούλου καί ὁ κ. Γεώργιος Ἐξάρχου ἀντήλλαξαν δακτυλίους ἐν Πειραιεῖ ἐνώπιον συγγενῶν καί φίλων. Ὁ κ. Δημήτριος Παπαδόπουλος καί ἡ δίς Ἑλένη Κωνσταντίνου ἀρραβωνίσθησαν εἰς Θεσσαλονίκην. Συγχαρητήρια τοῖς νέοις καί εὐχαί διά τήν εὐτυχίαν αὐτῶν. Πληροφορίαι εἰς τά γραφεῖα τῆς ἐφημερίδος καθ' ἑκάστην.	[662, 1317, 733, 1498]
body-text: Ὁ κ. Τόνες Μ. Καρακατσάνης καί ἡ δίς Ν. Χαριζίου ἐδωσαν ἀμοιβαίαν ὑπόσχεσιν γάμου ἐν Ἀθήναις τήν 23 Δεκεμβρίου. Ἐπίσης ἡ δίς Μαρία Ἀναγνωστοπούλου καί ὁ κ. Γεώργιος Ἐξάρχου ἀντήλλαξαν δακτυλίους ἐν Πειραιεῖ ἐνώπιον συγγενῶν καί φίλων. Ὁ κ. Δημήτριος Παπαδόπουλος καί ἡ δίς Ἑλένη Κωνσταντίνου ἀρραβωνίσθησαν εἰς Θεσσαλονίκην. Συγχαρητήρια τοῖς νέοις καί εὐχαί διά τήν εὐτυχίαν αὐτῶν. Πληροφορίαι εἰς τά γραφεῖα τῆς ἐφημερίδος καθ' ἑκάστην. Ὁ κ. Τόνες Μ. Καρακατσάνης καί ἡ δίς Ν. Χαριζίου ἐδωσαν ἀμοιβαίαν ὑπόσχεσιν γάμου ἐν Ἀθήναις τήν 23 Δεκεμβρίου. Ἐπίσης ἡ δίς Μαρία Ἀναγνωστοπούλου καί ὁ κ. Γεώργιος Ἐξάρχου ἀντήλλαξαν δακτυλίους ἐν Πειραιεῖ ἐνώπιον συγγενῶν καί φίλων. Ὁ κ. Δημήτριος Παπαδόπουλος καί ἡ δίς Ἑλένη Κωνσταντίνου ἀρραβωνίσθησαν εἰς Θεσσαλονίκην. Συγχαρητήρια τοῖς νέοις καί εὐχαί διά τήν εὐτυχίαν αὐτῶν. Πληροφορίαι εἰς τά γραφεῖα τῆς ἐφημερίδος καθ' ἑκάστην.	[232, 552, 324, 683]
headline-mine: ΠΑΡΑΜΕΝΕΙ ΕΝ ΑΔΡΑΝΕΙΑ ΤΟ ΜΕΤΑΛΛΕΙΟΝ ΚΙΡΚΗΣ ΤΟΥ ΝΟΜΟΥ ΕΒΡΟΥ	[553, 283, 642, 301]
body-text: Ὁ κ. Τόνες Μ. Καρακατσάνης καί ἡ δίς Ν. Χαριζίου ἐδωσαν ἀμοιβαίαν ὑπόσχεσιν γάμου ἐν Ἀθήναις τήν 23 Δεκεμβρίου. Ἐπίσης ἡ δίς Μαρία Ἀναγνωστοπούλου καί ὁ κ. Γεώργιος Ἐξάρχου ἀντήλλαξαν δακτυλίους ἐν Πειραιεῖ ἐνώπιον συγγενῶν καί φίλων. Ὁ κ. Δημήτριος Παπαδόπουλος καί ἡ δίς Ἑλένη Κωνσταντίνου ἀρραβωνίσθησαν εἰς Θεσσαλονίκην. Συγχαρητήρια τοῖς νέοις καί εὐχαί διά τήν εὐτυχίαν αὐτῶν. Πληροφορίαι εἰς τά γραφεῖα τῆς ἐφημερίδος καθ' ἑκάστην. Ὁ κ. Τόνες Μ. Καρακατσάνης καί ἡ δίς Ν. Χαριζίου ἐδωσαν ἀμοιβαίαν ὑπόσχεσιν γάμου ἐν Ἀθήναις τήν 23 Δεκεμβρίου. Ἐπίσης ἡ δίς Μαρία Ἀναγνωστοπούλου καί ὁ κ. Γεώργιος Ἐξάρχου ἀντήλλαξαν δακτυλίους ἐν Πειραιεῖ ἐνώπιον συγγενῶν καί φίλων. Ὁ κ. Δημήτριος Παπαδόπουλος καί ἡ δίς Ἑλένη Κωνσταντίνου ἀρραβωνίσθησαν εἰς Θεσσαλονίκην. Συγχαρητήρια τοῖς νέοις καί εὐχαί διά τήν εὐτυχίαν αὐτῶν. Πληροφορίαι εἰς τά γραφεῖα τῆς ἐφημερίδος καθ' ἑκάστην.	[12, 683, 110, 803]
subhead-new-scientists: Νέοι ἐπιστήμονες	[12, 1550, 110, 1558]
column-center	[330, 9, 536, 1646]
subhead-donations: Δωρεαί	[12, 1816, 110, 1824]
body-text: Ὁ κ. Τόνες Μ. Καρακατσάνης καί ἡ δίς Ν. Χαριζίου ἐδωσαν ἀμοιβαίαν ὑπόσχεσιν γάμου ἐν Ἀθήναις τήν 23 Δεκεμβρίου. Ἐπίσης ἡ δίς Μαρία Ἀναγνωστοπούλου καί ὁ κ. Γεώργιος Ἐξάρχου ἀντήλλαξαν δακτυλίους ἐν Πειραιεῖ ἐνώπιον συγγενῶν καί φίλων. Ὁ κ. Δημήτριος Παπαδόπουλος καί ἡ δίς Ἑλένη Κωνσταντίνου ἀρραβωνίσθησαν εἰς Θεσσαλονίκην. Συγχαρητήρια τοῖς νέοις καί εὐχαί διά τήν εὐτυχίαν αὐτῶν. Πληροφορίαι εἰς τά γραφεῖα τῆς ἐφημερίδος καθ' ἑκάστην. Ὁ κ. Τόνες Μ. Καρακατσάνης καί ἡ δίς Ν. Χαριζίου ἐδωσαν ἀμοιβαίαν ὑπόσχεσιν γάμου ἐν Ἀθήναις τήν 23 Δεκεμβρίου. Ἐπίσης ἡ δίς Μαρία Ἀναγνωστοπούλου καί ὁ κ. Γεώργιος Ἐξάρχου ἀντήλλαξαν δακτυλίους ἐν Πειραιεῖ ἐνώπιον συγγενῶν καί φίλων. Ὁ κ. Δημήτριος Παπαδόπουλος καί ἡ δίς Ἑλένη Κωνσταντίνου ἀρραβωνίσθησαν εἰς Θεσσαλονίκην. Συγχαρητήρια τοῖς νέοις καί εὐχαί διά τήν εὐτυχίαν αὐτῶν. Πληροφορίαι εἰς τά γραφεῖα τῆς ἐφημερίδος καθ' ἑκάστην.	[544, 158, 651, 278]
body-text: Ὁ κ. Τόνες Μ. Καρακατσάνης καί ἡ δίς Ν. Χαριζίου ἐδωσαν ἀμοιβαίαν ὑπόσχεσιν γάμου ἐν Ἀθήναις τήν 23 Δεκεμβρίου. Ἐπίσης ἡ δίς Μαρία Ἀναγνωστοπούλου καί ὁ κ. Γεώργιος Ἐξάρχου ἀντήλλαξαν δακτυλίους ἐν Πειραιεῖ ἐνώπιον συγγενῶν καί φίλων. Ὁ κ. Δημήτριος Παπαδόπουλος καί ἡ δίς Ἑλένη Κωνσταντίνου ἀρραβωνίσθησαν εἰς Θεσσαλονίκην. Συγχαρητήρια τοῖς νέοις καί εὐχαί διά τήν εὐτυχίαν αὐτῶν. Πληροφορίαι εἰς τά γραφεῖα τῆς ἐφημερίδος καθ' ἑκάστην. Ὁ κ. Τόνες Μ. Καρακατσάνης καί ἡ δίς Ν. Χαριζίου ἐδωσαν ἀμοιβαίαν ὑπόσχεσιν γάμου ἐν Ἀθήναις τήν 23 Δεκεμβρίου. Ἐπίσης ἡ δίς Μαρία Ἀναγνωστοπούλου καί ὁ κ. Γεώργιος Ἐξάρχου ἀντήλλαξαν δακτυλίους ἐν Πειραιεῖ ἐνώπιον συγγενῶν καί φίλων. Ὁ κ. Δημήτριος Παπαδόπουλος καί ἡ δίς Ἑλένη Κωνσταντίνου ἀρραβωνίσθησαν εἰς Θεσσαλονίκην. Συγχαρητήρια τοῖς νέοις καί εὐχαί διά τήν εὐτυχίαν αὐτῶν. Πληροφορίαι εἰς τά γραφεῖα τῆς ἐφημερίδος καθ' ἑκάστην.	[544, 1117, 651, 1237]
two-col-block	[333, 726, 533, 990]
body-text: Ὁ κ. Τόνες Μ. Καρακατσάνης καί ἡ δίς Ν. Χαριζίου ἐδωσαν ἀμοιβαίαν ὑπόσχεσιν γάμου ἐν Ἀθήναις τήν 23 Δεκεμβρίου. Ἐπίσης ἡ δίς Μαρία Ἀναγνωστοπούλου καί ὁ κ. Γεώργιος Ἐξάρχου ἀντήλλαξαν δακτυλίους ἐν Πειραιεῖ ἐνώπιον συγγενῶν καί φίλων. Ὁ κ. Δημήτριος Παπαδόπουλος καί ἡ δίς Ἑλένη Κωνσταντίνου ἀρραβωνίσθησαν εἰς Θεσσαλονίκην. Συγχαρητήρια τοῖς νέοις καί εὐχαί διά τήν εὐτυχίαν αὐτῶν. Πληροφορίαι εἰς τά γραφεῖα τῆς ἐφημερίδος καθ' ἑκάστην. Ὁ κ. Τόνες Μ. Καρακατσάνης καί ἡ δίς Ν. Χαριζίου ἐδωσαν ἀμοιβαίαν ὑπόσχεσιν γάμου ἐν Ἀθήναις τήν 23 Δεκεμβρίου. Ἐπίσης ἡ δίς Μαρία Ἀναγνωστοπούλου καί ὁ κ. Γεώργιος Ἐξάρχου ἀντήλλαξαν δακτυλίους ἐν Πειραιεῖ ἐνώπιον συγγενῶν καί φίλων. Ὁ κ. Δημήτριος Παπαδόπουλος καί ἡ δίς Ἑλένη Κωνσταντίνου ἀρραβωνίσθησαν εἰς Θεσσαλονίκην. Συγχαρητήρια τοῖς νέοις καί εὐχαί διά τήν εὐτυχίαν αὐτῶν. Πληροφορίαι εἰς τά γραφεῖα τῆς ἐφημερίδος καθ' ἑκάστην.	[741, 1123, 812, 1303]
headline-negligence: ΕΦΟΝΕΥΣΕΝ ΕΞ ΑΜΕΛΕΙΑΣ ΟΜΟΧΩΡΙΟΝ ΤΟΥ	[546, 1380, 649, 1392]
headline-indonesia: Η ΙΝΔΟΝΗΣΙΑ ΑΠΕΔΕΧΘΗ ΠΡΟΣΦΟΡΑΝ ΒΟΗΘΕΙΑΣ τῆς Σοβιετικῆς Ρωσσίας	[667, 1504, 807, 1521]
body-text: Ὁ κ. Τόνες Μ. Καρακατσάνης καί ἡ δίς Ν. Χαριζίου ἐδωσαν ἀμοιβαίαν ὑπόσχεσιν γάμου ἐν Ἀθήναις τήν 23 Δεκεμβρίου. Ἐπίσης ἡ δίς Μαρία Ἀναγνωστοπούλου καί ὁ κ. Γεώργιος Ἐξάρχου ἀντήλλαξαν δακτυλίους ἐν Πειραιεῖ ἐνώπιον συγγενῶν καί φίλων. Ὁ κ. Δημήτριος Παπαδόπουλος καί ἡ δίς Ἑλένη Κωνσταντίνου ἀρραβωνίσθησαν εἰς Θεσσαλονίκην. Συγχαρητήρια τοῖς νέοις καί εὐχαί διά τήν εὐτυχίαν αὐτῶν. Πληροφορίαι εἰς τά γραφεῖα τῆς ἐφημερίδος καθ' ἑκάστην. Ὁ κ. Τόνες Μ. Καρακατσάνης καί ἡ δίς Ν. Χαριζίου ἐδωσαν ἀμοιβαίαν ὑπόσχεσιν γάμου ἐν Ἀθήναις τήν 23 Δεκεμβρίου. Ἐπίσης ἡ δίς Μαρία Ἀναγνωστοπούλου καί ὁ κ. Γεώργιος Ἐξάρχου ἀντήλλαξαν δακτυλίους ἐν Πειραιεῖ ἐνώπιον συγγενῶν καί φίλων. Ὁ κ. Δημήτριος Παπαδόπουλος καί ἡ δίς Ἑλένη Κωνσταντίνου ἀρραβωνίσθησαν εἰς Θεσσαλονίκην. Συγχαρητήρια τοῖς νέοις καί εὐχαί διά τήν εὐτυχίαν αὐτῶν. Πληροφορίαι εἰς τά γραφεῖα τῆς ἐφημερίδος καθ' ἑκάστην.	[232, 1255, 324, 1385]
double-rule	[662, 1307, 812, 1308]
body-text: Ὁ κ. Τόνες Μ. Καρακατσάνης καί ἡ δίς Ν. Χαριζίου ἐδωσαν ἀμοιβαίαν ὑπόσχεσιν γάμου ἐν Ἀθήναις τήν 23 Δεκεμβρίου. Ἐπίσης ἡ δίς Μαρία Ἀναγνωστοπούλου καί ὁ κ. Γεώργιος Ἐξάρχου ἀντήλλαξαν δακτυλίους ἐν Πειραιεῖ ἐνώπιον συγγενῶν καί φίλων. Ὁ κ. Δημήτριος Παπαδόπουλος καί ἡ δίς Ἑλένη Κωνσταντίνου ἀρραβωνίσθησαν εἰς Θεσσαλονίκην. Συγχαρητήρια τοῖς νέοις καί εὐχαί διά τήν εὐτυχίαν αὐτῶν. Πληροφορίαι εἰς τά γραφεῖα τῆς ἐφημερίδος καθ' ἑκάστην. Ὁ κ. Τόνες Μ. Καρακατσάνης καί ἡ δίς Ν. Χαριζίου ἐδωσαν ἀμοιβαίαν ὑπόσχεσιν γάμου ἐν Ἀθήναις τήν 23 Δεκεμβρίου. Ἐπίσης ἡ δίς Μαρία Ἀναγνωστοπούλου καί ὁ κ. Γεώργιος Ἐξάρχου ἀντήλλαξαν δακτυλίους ἐν Πειραιεῖ ἐνώπιον συγγενῶν καί φίλων. Ὁ κ. Δημήτριος Παπαδόπουλος καί ἡ δίς Ἑλένη Κωνσταντίνου ἀρραβωνίσθησαν εἰς Θεσσαλονίκην. Συγχαρητήρια τοῖς νέοις καί εὐχαί διά τήν εὐτυχίαν αὐτῶν. Πληροφορίαι εἰς τά γραφεῖα τῆς ἐφημερίδος καθ' ἑκάστην.	[121, 630, 221, 750]
body-text: Ὁ κ. Τόνες Μ. Καρακατσάνης καί ἡ δίς Ν. Χαριζίου ἐδωσαν ἀμοιβαίαν ὑπόσχεσιν γάμου ἐν Ἀθήναις τήν 23 Δεκεμβρίου. Ἐπίσης ἡ δίς Μαρία Ἀναγνωστοπούλου καί ὁ κ. Γεώργιος Ἐξάρχου ἀντήλλαξαν δακτυλίους ἐν Πειραιεῖ ἐνώπιον συγγενῶν καί φίλων. Ὁ κ. Δημήτριος Παπαδόπουλος καί ἡ δίς Ἑλένη Κωνσταντίνου ἀρραβωνίσθησαν εἰς Θεσσαλονίκην. Συγχαρητήρια τοῖς νέοις καί εὐχαί διά τήν εὐτυχίαν αὐτῶν. Πληροφορίαι εἰς τά γραφεῖα τῆς ἐφημερίδος καθ' ἑκάστην. Ὁ κ. Τόνες Μ. Καρακατσάνης καί ἡ δίς Ν. Χαριζίου ἐδωσαν ἀμοιβαίαν ὑπόσχεσιν γάμου ἐν Ἀθήναις τήν 23 Δεκεμβρίου. Ἐπίσης ἡ δίς Μαρία Ἀναγνωστοπούλου καί ὁ κ. Γεώργιος Ἐξάρχου ἀντήλλαξαν δακτυλίους ἐν Πειραιεῖ ἐνώπιον συγγενῶν καί φίλων. Ὁ κ. Δημήτριος Παπαδόπουλος καί ἡ δίς Ἑλένη Κωνσταντίνου ἀρραβωνίσθησαν εἰς Θεσσαλονίκην. Συγχαρητήρια τοῖς νέοις καί εὐχαί διά τήν εὐτυχίαν αὐτῶν. Πληροφορίαι εἰς τά γραφεῖα τῆς ἐφημερίδος καθ' ἑκάστην.	[741, 1547, 812, 1727]
column-rule	[538, 9, 539, 1222]
two-col-block	[662, 298, 812, 478]
body-text: Ὁ κ. Τόνες Μ. Καρακατσάνης καί ἡ δίς Ν. Χαριζίου ἐδωσαν ἀμοιβαίαν ὑπόσχεσιν γάμου ἐν Ἀθήναις τήν 23 Δεκεμβρίου. Ἐπίσης ἡ δίς Μαρία Ἀναγνωστοπούλου καί ὁ κ. Γεώργιος Ἐξάρχου ἀντήλλαξαν δακτυλίους ἐν Πειραιεῖ ἐνώπιον συγγενῶν καί φίλων. Ὁ κ. Δημήτριος Παπαδόπουλος καί ἡ δίς Ἑλένη Κωνσταντίνου ἀρραβωνίσθησαν εἰς Θεσσαλονίκην. Συγχαρητήρια τοῖς νέοις καί εὐχαί διά τήν εὐτυχίαν αὐτῶν. Πληροφορίαι εἰς τά γραφεῖα τῆς ἐφημερίδος καθ' ἑκάστην. Ὁ κ. Τόνες Μ. Καρακατσάνης καί ἡ δίς Ν. Χαριζίου ἐδωσαν ἀμοιβαίαν ὑπόσχεσιν γάμου ἐν Ἀθήναις τήν 23 Δεκεμβρίου. Ἐπίσης ἡ δίς Μαρία Ἀναγνωστοπούλου καί ὁ κ. Γεώργιος Ἐξάρχου ἀντήλλαξαν δακτυλίους ἐν Πειραιεῖ ἐνώπιον συγγενῶν καί φίλων. Ὁ κ. Δημήτριος Παπαδόπουλος καί ἡ δίς Ἑλένη Κωνσταντίνου ἀρραβωνίσθησαν εἰς Θεσσαλονίκην. Συγχαρητήρια τοῖς νέοις καί εὐχαί διά τήν εὐτυχίαν αὐτῶν. Πληροφορίαι εἰς τά γραφεῖα τῆς ἐφημερίδος καθ' ἑκάστην.	[12, 1060, 110, 1180]
headline-flag: ΑΠΟ ΤΗΣ 4ΗΣ ΤΟΥ ΠΡΟΣΕΧΟΥΣ ΙΟΥΛΙΟΥ Η ΣΗΜΑΙΑ ΤΩΝ ΗΝΩΜΕΝΩΝ ΠΟΛΙΤΕΙΩΝ ΜΕ 49 ΑΣΤΕΡΑΣ ΕΙΣ 7 ΣΕΙΡΑΣ 7 ΣΤΗΛΩΝ	[666, 20, 808, 55]
column-rule	[115, 9, 116, 1222]
body-text: Ὁ κ. Τόνες Μ. Καρακατσάνης καί ἡ δίς Ν. Χαριζίου ἐδωσαν ἀμοιβαίαν ὑπόσχεσιν γάμου ἐν Ἀθήναις τήν 23 Δεκεμβρίου. Ἐπίσης ἡ δίς Μαρία Ἀναγνωστοπούλου καί ὁ κ. Γεώργιος Ἐξάρχου ἀντήλλαξαν δακτυλίους ἐν Πειραιεῖ ἐνώπιον συγγενῶν καί φίλων. Ὁ κ. Δημήτριος Παπαδόπουλος καί ἡ δίς Ἑλένη Κωνσταντίνου ἀρραβωνίσθησαν εἰς Θεσσαλονίκην. Συγχαρητήρια τοῖς νέοις καί εὐχαί διά τήν εὐτυχίαν αὐτῶν. Πληροφορίαι εἰς τά γραφεῖα τῆς ἐφημερίδος καθ' ἑκάστην. Ὁ κ. Τόνες Μ. Καρακατσάνης καί ἡ δίς Ν. Χαριζίου ἐδωσαν ἀμοιβαίαν ὑπόσχεσιν γάμου ἐν Ἀθήναις τήν 23 Δεκεμβρίου. Ἐπίσης ἡ δίς Μαρία Ἀναγνωστοπούλου καί ὁ κ. Γεώργιος Ἐξάρχου ἀντήλλαξαν δακτυλίους ἐν Πειραιεῖ ἐνώπιον συγγενῶν καί φίλων. Ὁ κ. Δημήτριος Παπαδόπουλος καί ἡ δίς Ἑλένη Κωνσταντίνου ἀρραβωνίσθησαν εἰς Θεσσαλονίκην. Συγχαρητήρια τοῖς νέοις καί εὐχαί διά τήν εὐτυχίαν αὐτῶν. Πληροφορίαι εἰς τά γραφεῖα τῆς ἐφημερίδος καθ' ἑκάστην.	[544, 574, 651, 694]
body-text: Ὁ κ. Τόνες Μ. Καρακατσάνης καί ἡ δίς Ν. Χαριζίου ἐδωσαν ἀμοιβαίαν ὑπόσχεσιν γάμου ἐν Ἀθήναις τήν 23 Δεκεμβρίου. Ἐπίσης ἡ δίς Μαρία Ἀναγνωστοπούλου καί ὁ κ. Γεώργιος Ἐξάρχου ἀντήλλαξαν δακτυλίους ἐν Πειραιεῖ ἐνώπιον συγγενῶν καί φίλων. Ὁ κ. Δημήτριος Παπαδόπουλος καί ἡ δίς Ἑλένη Κωνσταντίνου ἀρραβωνίσθησαν εἰς Θεσσαλονίκην. Συγχαρητήρια τοῖς νέοις καί εὐχαί διά τήν εὐτυχίαν αὐτῶν. Πληροφορίαι εἰς τά γραφεῖα τῆς ἐφημερίδος καθ' ἑκάστην. Ὁ κ. Τόνες Μ. Καρακατσάνης καί ἡ δίς Ν. Χαριζίου ἐδωσαν ἀμοιβαίαν ὑπόσχεσιν γάμου ἐν Ἀθήναις τήν 23 Δεκεμβρίου. Ἐπίσης ἡ δίς Μαρία Ἀναγνωστοπούλου καί ὁ κ. Γεώργιος Ἐξάρχου ἀντήλλαξαν δακτυλίους ἐν Πειραιεῖ ἐνώπιον συγγενῶν καί φίλων. Ὁ κ. Δημήτριος Παπαδόπουλος καί ἡ δίς Ἑλένη Κωνσταντίνου ἀρραβωνίσθησαν εἰς Θεσσαλονίκην. Συγχαρητήρια τοῖς νέοις καί εὐχαί διά τήν εὐτυχίαν αὐτῶν. Πληροφορίαι εἰς τά γραφεῖα τῆς ἐφημερίδος καθ' ἑκάστην.	[544, 843, 651, 963]
two-col-block	[333, 1016, 533, 1147]
headline-hammarskjold: Η ΗΜΕΡΑ ΤΟΥ ΧΑΜΜΕΡΣΚΕΛΝΤ ΕΙΣ ΑΜΜΑΝ	[668, 1311, 805, 1318]
body-text: Ὁ κ. Τόνες Μ. Καρακατσάνης καί ἡ δίς Ν. Χαριζίου ἐδωσαν ἀμοιβαίαν ὑπόσχεσιν γάμου ἐν Ἀθήναις τήν 23 Δεκεμβρίου. Ἐπίσης ἡ δίς Μαρία Ἀναγνωστοπούλου καί ὁ κ. Γεώργιος Ἐξάρχου ἀντήλλαξαν δακτυλίους ἐν Πειραιεῖ ἐνώπιον συγγενῶν καί φίλων. Ὁ κ. Δημήτριος Παπαδόπουλος καί ἡ δίς Ἑλένη Κωνσταντίνου ἀρραβωνίσθησαν εἰς Θεσσαλονίκην. Συγχαρητήρια τοῖς νέοις καί εὐχαί διά τήν εὐτυχίαν αὐτῶν. Πληροφορίαι εἰς τά γραφεῖα τῆς ἐφημερίδος καθ' ἑκάστην. Ὁ κ. Τόνες Μ. Καρακατσάνης καί ἡ δίς Ν. Χαριζίου ἐδωσαν ἀμοιβαίαν ὑπόσχεσιν γάμου ἐν Ἀθήναις τήν 23 Δεκεμβρίου. Ἐπίσης ἡ δίς Μαρία Ἀναγνωστοπούλου καί ὁ κ. Γεώργιος Ἐξάρχου ἀντήλλαξαν δακτυλίους ἐν Πειραιεῖ ἐνώπιον συγγενῶν καί φίλων. Ὁ κ. Δημήτριος Παπαδόπουλος καί ἡ δίς Ἑλένη Κωνσταντίνου ἀρραβωνίσθησαν εἰς Θεσσαλονίκην. Συγχαρητήρια τοῖς νέοις καί εὐχαί διά τήν εὐτυχίαν αὐτῶν. Πληροφορίαι εἰς τά γραφεῖα τῆς ἐφημερίδος καθ' ἑκάστην.	[121, 752, 221, 872]
subhead-club: Ἡ λέσχη «Σκώλ»	[232, 963, 324, 972]
rule	[544, 1377, 651, 1378]
body-text: Ὁ κ. Τόνες Μ. Καρακατσάνης καί ἡ δίς Ν. Χαριζίου ἐδωσαν ἀμοιβαίαν ὑπόσχεσιν γάμου ἐν Ἀθήναις τήν 23 Δεκεμβρίου. Ἐπίσης ἡ δίς Μαρία Ἀναγνωστοπούλου καί ὁ κ. Γεώργιος Ἐξάρχου ἀντήλλαξαν δακτυλίους ἐν Πειραιεῖ ἐνώπιον συγγενῶν καί φίλων. Ὁ κ. Δημήτριος Παπαδόπουλος καί ἡ δίς Ἑλένη Κωνσταντίνου ἀρραβωνίσθησαν εἰς Θεσσαλονίκην. Συγχαρητήρια τοῖς νέοις καί εὐχαί διά τήν εὐτυχίαν αὐτῶν. Πληροφορίαι εἰς τά γραφεῖα τῆς ἐφημερίδος καθ' ἑκάστην. Ὁ κ. Τόνες Μ. Καρακατσάνης καί ἡ δίς Ν. Χαριζίου ἐδωσαν ἀμοιβαίαν ὑπόσχεσιν γάμου ἐν Ἀθήναις τήν 23 Δεκεμβρίου. Ἐπίσης ἡ δίς Μαρία Ἀναγνωστοπούλου καί ὁ κ. Γεώργιος Ἐξάρχου ἀντήλλαξαν δακτυλίους ἐν Πειραιεῖ ἐνώπιον συγγενῶν καί φίλων. Ὁ κ. Δημήτριος Παπαδόπουλος καί ἡ δίς Ἑλένη Κωνσταντίνου ἀρραβωνίσθησαν εἰς Θεσσαλονίκην. Συγχαρητήρια τοῖς νέοις καί εὐχαί διά τήν εὐτυχίαν αὐτῶν. Πληροφορίαι εἰς τά γραφεῖα τῆς ἐφημερίδος καθ' ἑκάστην.	[12, 816, 110, 936]
deck-1: Ἐν ἐξ αὐτῶν ἀνεῦρε παλαιόν βλῆμα	[362, 54, 504, 64]
subhead-chord: Ἡ μικτή χορῳδία τοῦ πανεπιστημίου	[232, 816, 324, 831]
headline-fishermen: 24 ΙΑΠΩΝΕΣ ΑΛΙΕΙΣ ΕΞΗΦΑΝΙΣΘΗΣΑΝ ΑΦΟΥ ΕΞΕΠΕΜΨΑΝ ΤΟ ΣΗΜΑ ΚΙΝΔΥΝΟΥ	[339, 1317, 526, 1332]
rule	[544, 697, 651, 698]
body-text: Ὁ κ. Τόνες Μ. Καρακατσάνης καί ἡ δίς Ν. Χαριζίου ἐδωσαν ἀμοιβαίαν ὑπόσχεσιν γάμου ἐν Ἀθήναις τήν 23 Δεκεμβρίου. Ἐπίσης ἡ δίς Μαρία Ἀναγνωστοπούλου καί ὁ κ. Γεώργιος Ἐξάρχου ἀντήλλαξαν δακτυλίους ἐν Πειραιεῖ ἐνώπιον συγγενῶν καί φίλων. Ὁ κ. Δημήτριος Παπαδόπουλος καί ἡ δίς Ἑλένη Κωνσταντίνου ἀρραβωνίσθησαν εἰς Θεσσαλονίκην. Συγχαρητήρια τοῖς νέοις καί εὐχαί διά τήν εὐτυχίαν αὐτῶν. Πληροφορίαι εἰς τά γραφεῖα τῆς ἐφημερίδος καθ' ἑκάστην. Ὁ κ. Τόνες Μ. Καρακατσάνης καί ἡ δίς Ν. Χαριζίου ἐδωσαν ἀμοιβαίαν ὑπόσχεσιν γάμου ἐν Ἀθήναις τήν 23 Δεκεμβρίου. Ἐπίσης ἡ δίς Μαρία Ἀναγνωστοπούλου καί ὁ κ. Γεώργιος Ἐξάρχου ἀντήλλαξαν δακτυλίους ἐν Πειραιεῖ ἐνώπιον συγγενῶν καί φίλων. Ὁ κ. Δημήτριος Παπαδόπουλος καί ἡ δίς Ἑλένη Κωνσταντίνου ἀρραβωνίσθησαν εἰς Θεσσαλονίκην. Συγχαρητήρια τοῖς νέοις καί εὐχαί διά τήν εὐτυχίαν αὐτῶν. Πληροφορίαι εἰς τά γραφεῖα τῆς ἐφημερίδος καθ' ἑκάστην.	[12, 1559, 110, 1680]
kicker-alaska: Μετά τήν εἴσοδον τῆς «Ἀλόκας»	[662, 9, 812, 19]
headline-tsirimokos: Ο κ. ΤΣΙΡΙΜΩΚΟΣ ΥΠΟΔΕΙΚΝΥΕΙ ΤΗΝ ΣΥΣΤΑΣΙΝ ΕΞΕΤΑΣΤΙΚΗΣ ΤΩΝ ΠΡΑΓΜΑΤΩΝ ΕΠΙΤΡΟΠΗΣ ΕΠΙ ΤΟΥ ΜΝΗΜΟΝΙΟΥ ΚΑΡΑΜΑΝΛΗ - ΠΙΠΙΝΕΛΗ	[668, 699, 805, 717]
headline-main: 13 ΠΑΙΔΑΚΙΑ ΕΤΡΑΥΜΑΤΙΣΘΗΣΑΝ ΕΝΩ ΕΠΑΙΖΑΝ ΑΜΕΡΙΜΝΑ ΕΞ ΕΚΡΗΞΕΩΣ ΠΑΛΑΙΟΥ ΒΛΗΜΑΤΟΣ	[344, 20, 522, 53]
rule	[544, 1103, 651, 1104]
section-title-thanks: ΕΥΧΑΡΙΣΤΗΡΙΑ	[121, 1241, 221, 1253]
body-text: Ὁ κ. Τόνες Μ. Καρακατσάνης καί ἡ δίς Ν. Χαριζίου ἐδωσαν ἀμοιβαίαν ὑπόσχεσιν γάμου ἐν Ἀθήναις τήν 23 Δεκεμβρίου. Ἐπίσης ἡ δίς Μαρία Ἀναγνωστοπούλου καί ὁ κ. Γεώργιος Ἐξάρχου ἀντήλλαξαν δακτυλίους ἐν Πειραιεῖ ἐνώπιον συγγενῶν καί φίλων. Ὁ κ. Δημήτριος Παπαδόπουλος καί ἡ δίς Ἑλένη Κωνσταντίνου ἀρραβωνίσθησαν εἰς Θεσσαλονίκην. Συγχαρητήρια τοῖς νέοις καί εὐχαί διά τήν εὐτυχίαν αὐτῶν. Πληροφορίαι εἰς τά γραφεῖα τῆς ἐφημερίδος καθ' ἑκάστην. Ὁ κ. Τόνες Μ. Καρακατσάνης καί ἡ δίς Ν. Χαριζίου ἐδωσαν ἀμοιβαίαν ὑπόσχεσιν γάμου ἐν Ἀθήναις τήν 23 Δεκεμβρίου. Ἐπίσης ἡ δίς Μαρία Ἀναγνωστοπούλου καί ὁ κ. Γεώργιος Ἐξάρχου ἀντήλλαξαν δακτυλίους ἐν Πειραιεῖ ἐνώπιον συγγενῶν καί φίλων. Ὁ κ. Δημήτριος Παπαδόπουλος καί ἡ δίς Ἑλένη Κωνσταντίνου ἀρραβωνίσθησαν εἰς Θεσσαλονίκην. Συγχαρητήρια τοῖς νέοις καί εὐχαί διά τήν εὐτυχίαν αὐτῶν. Πληροφορίαι εἰς τά γραφεῖα τῆς ἐφημερίδος καθ' ἑκάστην.	[232, 285, 324, 417]
body-text: Ὁ κ. Τόνες Μ. Καρακατσάνης καί ἡ δίς Ν. Χαριζίου ἐδωσαν ἀμοιβαίαν ὑπόσχεσιν γάμου ἐν Ἀθήναις τήν 23 Δεκεμβρίου. Ἐπίσης ἡ δίς Μαρία Ἀναγνωστοπούλου καί ὁ κ. Γεώργιος Ἐξάρχου ἀντήλλαξαν δακτυλίους ἐν Πειραιεῖ ἐνώπιον συγγενῶν καί φίλων. Ὁ κ. Δημήτριος Παπαδόπουλος καί ἡ δίς Ἑλένη Κωνσταντίνου ἀρραβωνίσθησαν εἰς Θεσσαλονίκην. Συγχαρητήρια τοῖς νέοις καί εὐχαί διά τήν εὐτυχίαν αὐτῶν. Πληροφορίαι εἰς τά γραφεῖα τῆς ἐφημερίδος καθ' ἑκάστην. Ὁ κ. Τόνες Μ. Καρακατσάνης καί ἡ δίς Ν. Χαριζίου ἐδωσαν ἀμοιβαίαν ὑπόσχεσιν γάμου ἐν Ἀθήναις τήν 23 Δεκεμβρίου. Ἐπίσης ἡ δίς Μαρία Ἀναγνωστοπούλου καί ὁ κ. Γεώργιος Ἐξάρχου ἀντήλλαξαν δακτυλίους ἐν Πειραιεῖ ἐνώπιον συγγενῶν καί φίλων. Ὁ κ. Δημήτριος Παπαδόπουλος καί ἡ δίς Ἑλένη Κωνσταντίνου ἀρραβωνίσθησαν εἰς Θεσσαλονίκην. Συγχαρητήρια τοῖς νέοις καί εὐχαί διά τήν εὐτυχίαν αὐτῶν. Πληροφορίαι εἰς τά γραφεῖα τῆς ἐφημερίδος καθ' ἑκάστην.	[12, 550, 110, 670]
headline-china-tito: ΤΟ ΕΠΙΣΗΜΟΝ ΟΡΓΑΝΟΝ ΤΟΥ ΚΚ ΚΙΝΑΣ ΑΠΟΚΑΛΕΙ ΤΟΝ ΠΡΟΕΔΡΟΝ ΤΙΤΟ ΛΑΚΕΝ ΤΟΥ ΑΜΕΡΙΚΑΝΙΚΟΥ ΙΜΠΕΡΙΑΛΙΣΜΟΥ	[667, 259, 806, 280]
body-text: Ὁ κ. Τόνες Μ. Καρακατσάνης καί ἡ δίς Ν. Χαριζίου ἐδωσαν ἀμοιβαίαν ὑπόσχεσιν γάμου ἐν Ἀθήναις τήν 23 Δεκεμβρίου. Ἐπίσης ἡ δίς Μαρία Ἀναγνωστοπούλου καί ὁ κ. Γεώργιος Ἐξάρχου ἀντήλλαξαν δακτυλίους ἐν Πειραιεῖ ἐνώπιον συγγενῶν καί φίλων. Ὁ κ. Δημήτριος Παπαδόπουλος καί ἡ δίς Ἑλένη Κωνσταντίνου ἀρραβωνίσθησαν εἰς Θεσσαλονίκην. Συγχαρητήρια τοῖς νέοις καί εὐχαί διά τήν εὐτυχίαν αὐτῶν. Πληροφορίαι εἰς τά γραφεῖα τῆς ἐφημερίδος καθ' ἑκάστην. Ὁ κ. Τόνες Μ. Καρακατσάνης καί ἡ δίς Ν. Χαριζίου ἐδωσαν ἀμοιβαίαν ὑπόσχεσιν γάμου ἐν Ἀθήναις τήν 23 Δεκεμβρίου. Ἐπίσης ἡ δίς Μαρία Ἀναγνωστοπούλου καί ὁ κ. Γεώργιος Ἐξάρχου ἀντήλλαξαν δακτυλίους ἐν Πειραιεῖ ἐνώπιον συγγενῶν καί φίλων. Ὁ κ. Δημήτριος Παπαδόπουλος καί ἡ δίς Ἑλένη Κωνσταντίνου ἀρραβωνίσθησαν εἰς Θεσσαλονίκην. Συγχαρητήρια τοῖς νέοις καί εὐχαί διά τήν εὐτυχίαν αὐτῶν. Πληροφορίαι εἰς τά γραφεῖα τῆς ἐφημερίδος καθ' ἑκάστην.	[333, 236, 428, 367]
newspaper-page	[9, 9, 815, 2573]
body-text: Ὁ κ. Τόνες Μ. Καρακατσάνης καί ἡ δίς Ν. Χαριζίου ἐδωσαν ἀμοιβαίαν ὑπόσχεσιν γάμου ἐν Ἀθήναις τήν 23 Δεκεμβρίου. Ἐπίσης ἡ δίς Μαρία Ἀναγνωστοπούλου καί ὁ κ. Γεώργιος Ἐξάρχου ἀντήλλαξαν δακτυλίους ἐν Πειραιεῖ ἐνώπιον συγγενῶν καί φίλων. Ὁ κ. Δημήτριος Παπαδόπουλος καί ἡ δίς Ἑλένη Κωνσταντίνου ἀρραβωνίσθησαν εἰς Θεσσαλονίκην. Συγχαρητήρια τοῖς νέοις καί εὐχαί διά τήν εὐτυχίαν αὐτῶν. Πληροφορίαι εἰς τά γραφεῖα τῆς ἐφημερίδος καθ' ἑκάστην. Ὁ κ. Τόνες Μ. Καρακατσάνης καί ἡ δίς Ν. Χαριζίου ἐδωσαν ἀμοιβαίαν ὑπόσχεσιν γάμου ἐν Ἀθήναις τήν 23 Δεκεμβρίου. Ἐπίσης ἡ δίς Μαρία Ἀναγνωστοπούλου καί ὁ κ. Γεώργιος Ἐξάρχου ἀντήλλαξαν δακτυλίους ἐν Πειραιεῖ ἐνώπιον συγγενῶν καί φίλων. Ὁ κ. Δημήτριος Παπαδόπουλος καί ἡ δίς Ἑλένη Κωνσταντίνου ἀρραβωνίσθησαν εἰς Θεσσαλονίκην. Συγχαρητήρια τοῖς νέοις καί εὐχαί διά τήν εὐτυχίαν αὐτῶν. Πληροφορίαι εἰς τά γραφεῖα τῆς ἐφημερίδος καθ' ἑκάστην.	[333, 103, 428, 234]
body-text: Ὁ κ. Τόνες Μ. Καρακατσάνης καί ἡ δίς Ν. Χαριζίου ἐδωσαν ἀμοιβαίαν ὑπόσχεσιν γάμου ἐν Ἀθήναις τήν 23 Δεκεμβρίου. Ἐπίσης ἡ δίς Μαρία Ἀναγνωστοπούλου καί ὁ κ. Γεώργιος Ἐξάρχου ἀντήλλαξαν δακτυλίους ἐν Πειραιεῖ ἐνώπιον συγγενῶν καί φίλων. Ὁ κ. Δημήτριος Παπαδόπουλος καί ἡ δίς Ἑλένη Κωνσταντίνου ἀρραβωνίσθησαν εἰς Θεσσαλονίκην. Συγχαρητήρια τοῖς νέοις καί εὐχαί διά τήν εὐτυχίαν αὐτῶν. Πληροφορίαι εἰς τά γραφεῖα τῆς ἐφημερίδος καθ' ἑκάστην. Ὁ κ. Τόνες Μ. Καρακατσάνης καί ἡ δίς Ν. Χαριζίου ἐδωσαν ἀμοιβαίαν ὑπόσχεσιν γάμου ἐν Ἀθήναις τήν 23 Δεκεμβρίου. Ἐπίσης ἡ δίς Μαρία Ἀναγνωστοπούλου καί ὁ κ. Γεώργιος Ἐξάρχου ἀντήλλαξαν δακτυλίους ἐν Πειραιεῖ ἐνώπιον συγγενῶν καί φίλων. Ὁ κ. Δημήτριος Παπαδόπουλος καί ἡ δίς Ἑλένη Κωνσταντίνου ἀρραβωνίσθησαν εἰς Θεσσαλονίκην. Συγχαρητήρια τοῖς νέοις καί εὐχαί διά τήν εὐτυχίαν αὐτῶν. Πληροφορίαι εἰς τά γραφεῖα τῆς ἐφημερίδος καθ' ἑκάστην.	[437, 725, 533, 857]
headline-army-sub: ΕΙΝΑΙ ΕΙΣ ΥΨΗΛΟΝ ΕΠΙΠΕΔΟΝ ΕΚΠΑΙΔΕΥΣΕΩΣ ΚΑΙ ΟΠΛΙΣΜΟΥ	[346, 410, 520, 417]
column-weddings	[117, 9, 225, 2377]
body-text: Ὁ κ. Τόνες Μ. Καρακατσάνης καί ἡ δίς Ν. Χαριζίου ἐδωσαν ἀμοιβαίαν ὑπόσχεσιν γάμου ἐν Ἀθήναις τήν 23 Δεκεμβρίου. Ἐπίσης ἡ δίς Μαρία Ἀναγνωστοπούλου καί ὁ κ. Γεώργιος Ἐξάρχου ἀντήλλαξαν δακτυλίους ἐν Πειραιεῖ ἐνώπιον συγγενῶν καί φίλων. Ὁ κ. Δημήτριος Παπαδόπουλος καί ἡ δίς Ἑλένη Κωνσταντίνου ἀρραβωνίσθησαν εἰς Θεσσαλονίκην. Συγχαρητήρια τοῖς νέοις καί εὐχαί διά τήν εὐτυχίαν αὐτῶν. Πληροφορίαι εἰς τά γραφεῖα τῆς ἐφημερίδος καθ' ἑκάστην. Ὁ κ. Τόνες Μ. Καρακατσάνης καί ἡ δίς Ν. Χαριζίου ἐδωσαν ἀμοιβαίαν ὑπόσχεσιν γάμου ἐν Ἀθήναις τήν 23 Δεκεμβρίου. Ἐπίσης ἡ δίς Μαρία Ἀναγνωστοπούλου καί ὁ κ. Γεώργιος Ἐξάρχου ἀντήλλαξαν δακτυλίους ἐν Πειραιεῖ ἐνώπιον συγγενῶν καί φίλων. Ὁ κ. Δημήτριος Παπαδόπουλος καί ἡ δίς Ἑλένη Κωνσταντίνου ἀρραβωνίσθησαν εἰς Θεσσαλονίκην. Συγχαρητήρια τοῖς νέοις καί εὐχαί διά τήν εὐτυχίαν αὐτῶν. Πληροφορίαι εἰς τά γραφεῖα τῆς ἐφημερίδος καθ' ἑκάστην.	[121, 19, 221, 139]
double-rule	[662, 256, 812, 257]
section-title-excursions: ΕΚΔΡΟΜΑΙ	[232, 1388, 324, 1401]
body-text: Ὁ κ. Τόνες Μ. Καρακατσάνης καί ἡ δίς Ν. Χαριζίου ἐδωσαν ἀμοιβαίαν ὑπόσχεσιν γάμου ἐν Ἀθήναις τήν 23 Δεκεμβρίου. Ἐπίσης ἡ δίς Μαρία Ἀναγνωστοπούλου καί ὁ κ. Γεώργιος Ἐξάρχου ἀντήλλαξαν δακτυλίους ἐν Πειραιεῖ ἐνώπιον συγγενῶν καί φίλων. Ὁ κ. Δημήτριος Παπαδόπουλος καί ἡ δίς Ἑλένη Κωνσταντίνου ἀρραβωνίσθησαν εἰς Θεσσαλονίκην. Συγχαρητήρια τοῖς νέοις καί εὐχαί διά τήν εὐτυχίαν αὐτῶν. Πληροφορίαι εἰς τά γραφεῖα τῆς ἐφημερίδος καθ' ἑκάστην. Ὁ κ. Τόνες Μ. Καρακατσάνης καί ἡ δίς Ν. Χαριζίου ἐδωσαν ἀμοιβαίαν ὑπόσχεσιν γάμου ἐν Ἀθήναις τήν 23 Δεκεμβρίου. Ἐπίσης ἡ δίς Μαρία Ἀναγνωστοπούλου καί ὁ κ. Γεώργιος Ἐξάρχου ἀντήλλαξαν δακτυλίους ἐν Πειραιεῖ ἐνώπιον συγγενῶν καί φίλων. Ὁ κ. Δημήτριος Παπαδόπουλος καί ἡ δίς Ἑλένη Κωνσταντίνου ἀρραβωνίσθησαν εἰς Θεσσαλονίκην. Συγχαρητήρια τοῖς νέοις καί εὐχαί διά τήν εὐτυχίαν αὐτῶν. Πληροφορίαι εἰς τά γραφεῖα τῆς ἐφημερίδος καθ' ἑκάστην.	[662, 1547, 733, 1727]
headline-shark: ΚΑΡΧΑΡΙΑΣ ΤΟΥ ΕΞΕΣΧΙΣΕ ΤΟΝ ΣΤΟΜΑΧΟΝ ΚΑΙ ΤΟΝ ΗΚΡΩΤΗΡΙΑΣΕΝ	[337, 1476, 528, 1499]
section-title-church: ΕΚΚΛΗΣΙΑ	[121, 1622, 221, 1635]
body-text: Ὁ κ. Τόνες Μ. Καρακατσάνης καί ἡ δίς Ν. Χαριζίου ἐδωσαν ἀμοιβαίαν ὑπόσχεσιν γάμου ἐν Ἀθήναις τήν 23 Δεκεμβρίου. Ἐπίσης ἡ δίς Μαρία Ἀναγνωστοπούλου καί ὁ κ. Γεώργιος Ἐξάρχου ἀντήλλαξαν δακτυλίους ἐν Πειραιεῖ ἐνώπιον συγγενῶν καί φίλων. Ὁ κ. Δημήτριος Παπαδόπουλος καί ἡ δίς Ἑλένη Κωνσταντίνου ἀρραβωνίσθησαν εἰς Θεσσαλονίκην. Συγχαρητήρια τοῖς νέοις καί εὐχαί διά τήν εὐτυχίαν αὐτῶν. Πληροφορίαι εἰς τά γραφεῖα τῆς ἐφημερίδος καθ' ἑκάστην. Ὁ κ. Τόνες Μ. Καρακατσάνης καί ἡ δίς Ν. Χαριζίου ἐδωσαν ἀμοιβαίαν ὑπόσχεσιν γάμου ἐν Ἀθήναις τήν 23 Δεκεμβρίου. Ἐπίσης ἡ δίς Μαρία Ἀναγνωστοπούλου καί ὁ κ. Γεώργιος Ἐξάρχου ἀντήλλαξαν δακτυλίους ἐν Πειραιεῖ ἐνώπιον συγγενῶν καί φίλων. Ὁ κ. Δημήτριος Παπαδόπουλος καί ἡ δίς Ἑλένη Κωνσταντίνου ἀρραβωνίσθησαν εἰς Θεσσαλονίκην. Συγχαρητήρια τοῖς νέοις καί εὐχαί διά τήν εὐτυχίαν αὐτῶν. Πληροφορίαι εἰς τά γραφεῖα τῆς ἐφημερίδος καθ' ἑκάστην.	[662, 72, 733, 252]
body-text: Ὁ κ. Τόνες Μ. Καρακατσάνης καί ἡ δίς Ν. Χαριζίου ἐδωσαν ἀμοιβαίαν ὑπόσχεσιν γάμου ἐν Ἀθήναις τήν 23 Δεκεμβρίου. Ἐπίσης ἡ δίς Μαρία Ἀναγνωστοπούλου καί ὁ κ. Γεώργιος Ἐξάρχου ἀντήλλαξαν δακτυλίους ἐν Πειραιεῖ ἐνώπιον συγγενῶν καί φίλων. Ὁ κ. Δημήτριος Παπαδόπουλος καί ἡ δίς Ἑλένη Κωνσταντίνου ἀρραβωνίσθησαν εἰς Θεσσαλονίκην. Συγχαρητήρια τοῖς νέοις καί εὐχαί διά τήν εὐτυχίαν αὐτῶν. Πληροφορίαι εἰς τά γραφεῖα τῆς ἐφημερίδος καθ' ἑκάστην. Ὁ κ. Τόνες Μ. Καρακατσάνης καί ἡ δίς Ν. Χαριζίου ἐδωσαν ἀμοιβαίαν ὑπόσχεσιν γάμου ἐν Ἀθήναις τήν 23 Δεκεμβρίου. Ἐπίσης ἡ δίς Μαρία Ἀναγνωστοπούλου καί ὁ κ. Γεώργιος Ἐξάρχου ἀντήλλαξαν δακτυλίους ἐν Πειραιεῖ ἐνώπιον συγγενῶν καί φίλων. Ὁ κ. Δημήτριος Παπαδόπουλος καί ἡ δίς Ἑλένη Κωνσταντίνου ἀρραβωνίσθησαν εἰς Θεσσαλονίκην. Συγχαρητήρια τοῖς νέοις καί εὐχαί διά τήν εὐτυχίαν αὐτῶν. Πληροφορίαι εἰς τά γραφεῖα τῆς ἐφημερίδος καθ' ἑκάστην.	[741, 1317, 812, 1498]
headline-chios: ΤΟΥΡΚΟΣ ΑΛΦΡΕΠΙΒΑΤΗΣ ΕΞΕΒΑΛΗΝ ΕΙΣ ΑΚΤΗΝ ΤΗΣ ΝΗΣΟΥ ΧΙΟΥ	[544, 1106, 650, 1117]
rule	[544, 560, 651, 561]
body-text: Ὁ κ. Τόνες Μ. Καρακατσάνης καί ἡ δίς Ν. Χαριζίου ἐδωσαν ἀμοιβαίαν ὑπόσχεσιν γάμου ἐν Ἀθήναις τήν 23 Δεκεμβρίου. Ἐπίσης ἡ δίς Μαρία Ἀναγνωστοπούλου καί ὁ κ. Γεώργιος Ἐξάρχου ἀντήλλαξαν δακτυλίους ἐν Πειραιεῖ ἐνώπιον συγγενῶν καί φίλων. Ὁ κ. Δημήτριος Παπαδόπουλος καί ἡ δίς Ἑλένη Κωνσταντίνου ἀρραβωνίσθησαν εἰς Θεσσαλονίκην. Συγχαρητήρια τοῖς νέοις καί εὐχαί διά τήν εὐτυχίαν αὐτῶν. Πληροφορίαι εἰς τά γραφεῖα τῆς ἐφημερίδος καθ' ἑκάστην. Ὁ κ. Τόνες Μ. Καρακατσάνης καί ἡ δίς Ν. Χαριζίου ἐδωσαν ἀμοιβαίαν ὑπόσχεσιν γάμου ἐν Ἀθήναις τήν 23 Δεκεμβρίου. Ἐπίσης ἡ δίς Μαρία Ἀναγνωστοπούλου καί ὁ κ. Γεώργιος Ἐξάρχου ἀντήλλαξαν δακτυλίους ἐν Πειραιεῖ ἐνώπιον συγγενῶν καί φίλων. Ὁ κ. Δημήτριος Παπαδόπουλος καί ἡ δίς Ἑλένη Κωνσταντίνου ἀρραβωνίσθησαν εἰς Θεσσαλονίκην. Συγχαρητήρια τοῖς νέοις καί εὐχαί διά τήν εὐτυχίαν αὐτῶν. Πληροφορίαι εἰς τά γραφεῖα τῆς ἐφημερίδος καθ' ἑκάστην.	[333, 1515, 428, 1646]
body-text: Ὁ κ. Τόνες Μ. Καρακατσάνης καί ἡ δίς Ν. Χαριζίου ἐδωσαν ἀμοιβαίαν ὑπόσχεσιν γάμου ἐν Ἀθήναις τήν 23 Δεκεμβρίου. Ἐπίσης ἡ δίς Μαρία Ἀναγνωστοπούλου καί ὁ κ. Γεώργιος Ἐξάρχου ἀντήλλαξαν δακτυλίους ἐν Πειραιεῖ ἐνώπιον συγγενῶν καί φίλων. Ὁ κ. Δημήτριος Παπαδόπουλος καί ἡ δίς Ἑλένη Κωνσταντίνου ἀρραβωνίσθησαν εἰς Θεσσαλονίκην. Συγχαρητήρια τοῖς νέοις καί εὐχαί διά τήν εὐτυχίαν αὐτῶν. Πληροφορίαι εἰς τά γραφεῖα τῆς ἐφημερίδος καθ' ἑκάστην. Ὁ κ. Τόνες Μ. Καρακατσάνης καί ἡ δίς Ν. Χαριζίου ἐδωσαν ἀμοιβαίαν ὑπόσχεσιν γάμου ἐν Ἀθήναις τήν 23 Δεκεμβρίου. Ἐπίσης ἡ δίς Μαρία Ἀναγνωστοπούλου καί ὁ κ. Γεώργιος Ἐξάρχου ἀντήλλαξαν δακτυλίους ἐν Πειραιεῖ ἐνώπιον συγγενῶν καί φίλων. Ὁ κ. Δημήτριος Παπαδόπουλος καί ἡ δίς Ἑλένη Κωνσταντίνου ἀρραβωνίσθησαν εἰς Θεσσαλονίκην. Συγχαρητήρια τοῖς νέοις καί εὐχαί διά τήν εὐτυχίαν αὐτῶν. Πληροφορίαι εἰς τά γραφεῖα τῆς ἐφημερίδος καθ' ἑκάστην.	[121, 996, 221, 1116]
headline-moscow-radio: Ο ΡΑΔΙΟΦΩΝΙΚΟΣ ΣΤΑΘΜΟΣ ΤΗΣ ΜΟΣΧΑΣ ΠΕΡΙ ΤΗΣ ΕΟΡΤΗΣ ΤΩΝ ΧΡΙΣΤΟΥΓΕΝΝΩΝ	[663, 1110, 811, 1124]
deck-explosion: ΣΦΟΔΡΑ ΕΚΡΗΞΙΣ ΕΔΟΝΗΣΕ ΤΗΝ ΠΕΡΙΟΧΗΝ	[370, 90, 495, 97]
subhead-no-receptions: Δέν ἑορτάζει	[12, 673, 110, 681]
two-col-block	[662, 72, 812, 252]
body-text: Ὁ κ. Τόνες Μ. Καρακατσάνης καί ἡ δίς Ν. Χαριζίου ἐδωσαν ἀμοιβαίαν ὑπόσχεσιν γάμου ἐν Ἀθήναις τήν 23 Δεκεμβρίου. Ἐπίσης ἡ δίς Μαρία Ἀναγνωστοπούλου καί ὁ κ. Γεώργιος Ἐξάρχου ἀντήλλαξαν δακτυλίους ἐν Πειραιεῖ ἐνώπιον συγγενῶν καί φίλων. Ὁ κ. Δημήτριος Παπαδόπουλος καί ἡ δίς Ἑλένη Κωνσταντίνου ἀρραβωνίσθησαν εἰς Θεσσαλονίκην. Συγχαρητήρια τοῖς νέοις καί εὐχαί διά τήν εὐτυχίαν αὐτῶν. Πληροφορίαι εἰς τά γραφεῖα τῆς ἐφημερίδος καθ' ἑκάστην. Ὁ κ. Τόνες Μ. Καρακατσάνης καί ἡ δίς Ν. Χαριζίου ἐδωσαν ἀμοιβαίαν ὑπόσχεσιν γάμου ἐν Ἀθήναις τήν 23 Δεκεμβρίου. Ἐπίσης ἡ δίς Μαρία Ἀναγνωστοπούλου καί ὁ κ. Γεώργιος Ἐξάρχου ἀντήλλαξαν δακτυλίους ἐν Πειραιεῖ ἐνώπιον συγγενῶν καί φίλων. Ὁ κ. Δημήτριος Παπαδόπουλος καί ἡ δίς Ἑλένη Κωνσταντίνου ἀρραβωνίσθησαν εἰς Θεσσαλονίκην. Συγχαρητήρια τοῖς νέοις καί εὐχαί διά τήν εὐτυχίαν αὐτῶν. Πληροφορίαι εἰς τά γραφεῖα τῆς ἐφημερίδος καθ' ἑκάστην.	[544, 1391, 651, 1512]
body-text: Ὁ κ. Τόνες Μ. Καρακατσάνης καί ἡ δίς Ν. Χαριζίου ἐδωσαν ἀμοιβαίαν ὑπόσχεσιν γάμου ἐν Ἀθήναις τήν 23 Δεκεμβρίου. Ἐπίσης ἡ δίς Μαρία Ἀναγνωστοπούλου καί ὁ κ. Γεώργιος Ἐξάρχου ἀντήλλαξαν δακτυλίους ἐν Πειραιεῖ ἐνώπιον συγγενῶν καί φίλων. Ὁ κ. Δημήτριος Παπαδόπουλος καί ἡ δίς Ἑλένη Κωνσταντίνου ἀρραβωνίσθησαν εἰς Θεσσαλονίκην. Συγχαρητήρια τοῖς νέοις καί εὐχαί διά τήν εὐτυχίαν αὐτῶν. Πληροφορίαι εἰς τά γραφεῖα τῆς ἐφημερίδος καθ' ἑκάστην. Ὁ κ. Τόνες Μ. Καρακατσάνης καί ἡ δίς Ν. Χαριζίου ἐδωσαν ἀμοιβαίαν ὑπόσχεσιν γάμου ἐν Ἀθήναις τήν 23 Δεκεμβρίου. Ἐπίσης ἡ δίς Μαρία Ἀναγνωστοπούλου καί ὁ κ. Γεώργιος Ἐξάρχου ἀντήλλαξαν δακτυλίους ἐν Πειραιεῖ ἐνώπιον συγγενῶν καί φίλων. Ὁ κ. Δημήτριος Παπαδόπουλος καί ἡ δίς Ἑλένη Κωνσταντίνου ἀρραβωνίσθησαν εἰς Θεσσαλονίκην. Συγχαρητήρια τοῖς νέοις καί εὐχαί διά τήν εὐτυχίαν αὐτῶν. Πληροφορίαι εἰς τά γραφεῖα τῆς ἐφημερίδος καθ' ἑκάστην.	[121, 2135, 221, 2255]
kicker-officials: Ὁμιλοῦν οἱ ἁρμόδιοι	[400, 375, 465, 382]
body-text: Ὁ κ. Τόνες Μ. Καρακατσάνης καί ἡ δίς Ν. Χαριζίου ἐδωσαν ἀμοιβαίαν ὑπόσχεσιν γάμου ἐν Ἀθήναις τήν 23 Δεκεμβρίου. Ἐπίσης ἡ δίς Μαρία Ἀναγνωστοπούλου καί ὁ κ. Γεώργιος Ἐξάρχου ἀντήλλαξαν δακτυλίους ἐν Πειραιεῖ ἐνώπιον συγγενῶν καί φίλων. Ὁ κ. Δημήτριος Παπαδόπουλος καί ἡ δίς Ἑλένη Κωνσταντίνου ἀρραβωνίσθησαν εἰς Θεσσαλονίκην. Συγχαρητήρια τοῖς νέοις καί εὐχαί διά τήν εὐτυχίαν αὐτῶν. Πληροφορίαι εἰς τά γραφεῖα τῆς ἐφημερίδος καθ' ἑκάστην. Ὁ κ. Τόνες Μ. Καρακατσάνης καί ἡ δίς Ν. Χαριζίου ἐδωσαν ἀμοιβαίαν ὑπόσχεσιν γάμου ἐν Ἀθήναις τήν 23 Δεκεμβρίου. Ἐπίσης ἡ δίς Μαρία Ἀναγνωστοπούλου καί ὁ κ. Γεώργιος Ἐξάρχου ἀντήλλαξαν δακτυλίους ἐν Πειραιεῖ ἐνώπιον συγγενῶν καί φίλων. Ὁ κ. Δημήτριος Παπαδόπουλος καί ἡ δίς Ἑλένη Κωνσταντίνου ἀρραβωνίσθησαν εἰς Θεσσαλονίκην. Συγχαρητήρια τοῖς νέοις καί εὐχαί διά τήν εὐτυχίαν αὐτῶν. Πληροφορίαι εἰς τά γραφεῖα τῆς ἐφημερίδος καθ' ἑκάστην.	[121, 2257, 221, 2377]
body-text: Ὁ κ. Τόνες Μ. Καρακατσάνης καί ἡ δίς Ν. Χαριζίου ἐδωσαν ἀμοιβαίαν ὑπόσχεσιν γάμου ἐν Ἀθήναις τήν 23 Δεκεμβρίου. Ἐπίσης ἡ δίς Μαρία Ἀναγνωστοπούλου καί ὁ κ. Γεώργιος Ἐξάρχου ἀντήλλαξαν δακτυλίους ἐν Πειραιεῖ ἐνώπιον συγγενῶν καί φίλων. Ὁ κ. Δημήτριος Παπαδόπουλος καί ἡ δίς Ἑλένη Κωνσταντίνου ἀρραβωνίσθησαν εἰς Θεσσαλονίκην. Συγχαρητήρια τοῖς νέοις καί εὐχαί διά τήν εὐτυχίαν αὐτῶν. Πληροφορίαι εἰς τά γραφεῖα τῆς ἐφημερίδος καθ' ἑκάστην. Ὁ κ. Τόνες Μ. Καρακατσάνης καί ἡ δίς Ν. Χαριζίου ἐδωσαν ἀμοιβαίαν ὑπόσχεσιν γάμου ἐν Ἀθήναις τήν 23 Δεκεμβρίου. Ἐπίσης ἡ δίς Μαρία Ἀναγνωστοπούλου καί ὁ κ. Γεώργιος Ἐξάρχου ἀντήλλαξαν δακτυλίους ἐν Πειραιεῖ ἐνώπιον συγγενῶν καί φίλων. Ὁ κ. Δημήτριος Παπαδόπουλος καί ἡ δίς Ἑλένη Κωνσταντίνου ἀρραβωνίσθησαν εἰς Θεσσαλονίκην. Συγχαρητήρια τοῖς νέοις καί εὐχαί διά τήν εὐτυχίαν αὐτῶν. Πληροφορίαι εἰς τά γραφεῖα τῆς ἐφημερίδος καθ' ἑκάστην.	[741, 716, 812, 896]
body-text: Ὁ κ. Τόνες Μ. Καρακατσάνης καί ἡ δίς Ν. Χαριζίου ἐδωσαν ἀμοιβαίαν ὑπόσχεσιν γάμου ἐν Ἀθήναις τήν 23 Δεκεμβρίου. Ἐπίσης ἡ δίς Μαρία Ἀναγνωστοπούλου καί ὁ κ. Γεώργιος Ἐξάρχου ἀντήλλαξαν δακτυλίους ἐν Πειραιεῖ ἐνώπιον συγγενῶν καί φίλων. Ὁ κ. Δημήτριος Παπαδόπουλος καί ἡ δίς Ἑλένη Κωνσταντίνου ἀρραβωνίσθησαν εἰς Θεσσαλονίκην. Συγχαρητήρια τοῖς νέοις καί εὐχαί διά τήν εὐτυχίαν αὐτῶν. Πληροφορίαι εἰς τά γραφεῖα τῆς ἐφημερίδος καθ' ἑκάστην. Ὁ κ. Τόνες Μ. Καρακατσάνης καί ἡ δίς Ν. Χαριζίου ἐδωσαν ἀμοιβαίαν ὑπόσχεσιν γάμου ἐν Ἀθήναις τήν 23 Δεκεμβρίου. Ἐπίσης ἡ δίς Μαρία Ἀναγνωστοπούλου καί ὁ κ. Γεώργιος Ἐξάρχου ἀντήλλαξαν δακτυλίους ἐν Πειραιεῖ ἐνώπιον συγγενῶν καί φίλων. Ὁ κ. Δημήτριος Παπαδόπουλος καί ἡ δίς Ἑλένη Κωνσταντίνου ἀρραβωνίσθησαν εἰς Θεσσαλονίκην. Συγχαρητήρια τοῖς νέοις καί εὐχαί διά τήν εὐτυχίαν αὐτῶν. Πληροφορίαι εἰς τά γραφεῖα τῆς ἐφημερίδος καθ' ἑκάστην.	[741, 298, 812, 478]
deck-borders: Τά ἀμερικανικά σύνορα ἀπέχουν 55 μίλια ἀπό τά σύνορα τῆς Ρωσσίας	[663, 56, 811, 71]
body-text: Ὁ κ. Τόνες Μ. Καρακατσάνης καί ἡ δίς Ν. Χαριζίου ἐδωσαν ἀμοιβαίαν ὑπόσχεσιν γάμου ἐν Ἀθήναις τήν 23 Δεκεμβρίου. Ἐπίσης ἡ δίς Μαρία Ἀναγνωστοπούλου καί ὁ κ. Γεώργιος Ἐξάρχου ἀντήλλαξαν δακτυλίους ἐν Πειραιεῖ ἐνώπιον συγγενῶν καί φίλων. Ὁ κ. Δημήτριος Παπαδόπουλος καί ἡ δίς Ἑλένη Κωνσταντίνου ἀρραβωνίσθησαν εἰς Θεσσαλονίκην. Συγχαρητήρια τοῖς νέοις καί εὐχαί διά τήν εὐτυχίαν αὐτῶν. Πληροφορίαι εἰς τά γραφεῖα τῆς ἐφημερίδος καθ' ἑκάστην. Ὁ κ. Τόνες Μ. Καρακατσάνης καί ἡ δίς Ν. Χαριζίου ἐδωσαν ἀμοιβαίαν ὑπόσχεσιν γάμου ἐν Ἀθήναις τήν 23 Δεκεμβρίου. Ἐπίσης ἡ δίς Μαρία Ἀναγνωστοπούλου καί ὁ κ. Γεώργιος Ἐξάρχου ἀντήλλαξαν δακτυλίους ἐν Πειραιεῖ ἐνώπιον συγγενῶν καί φίλων. Ὁ κ. Δημήτριος Παπαδόπουλος καί ἡ δίς Ἑλένη Κωνσταντίνου ἀρραβωνίσθησαν εἰς Θεσσαλονίκην. Συγχαρητήρια τοῖς νέοις καί εὐχαί διά τήν εὐτυχίαν αὐτῶν. Πληροφορίαι εἰς τά γραφεῖα τῆς ἐφημερίδος καθ' ἑκάστην.	[121, 141, 221, 261]
headline-shark-sub: Μία τραγωδία εἰς τήν θάλασσαν	[368, 1500, 497, 1510]
body-text: Ὁ κ. Τόνες Μ. Καρακατσάνης καί ἡ δίς Ν. Χαριζίου ἐδωσαν ἀμοιβαίαν ὑπόσχεσιν γάμου ἐν Ἀθήναις τήν 23 Δεκεμβρίου. Ἐπίσης ἡ δίς Μαρία Ἀναγνωστοπούλου καί ὁ κ. Γεώργιος Ἐξάρχου ἀντήλλαξαν δακτυλίους ἐν Πειραιεῖ ἐνώπιον συγγενῶν καί φίλων. Ὁ κ. Δημήτριος Παπαδόπουλος καί ἡ δίς Ἑλένη Κωνσταντίνου ἀρραβωνίσθησαν εἰς Θεσσαλονίκην. Συγχαρητήρια τοῖς νέοις καί εὐχαί διά τήν εὐτυχίαν αὐτῶν. Πληροφορίαι εἰς τά γραφεῖα τῆς ἐφημερίδος καθ' ἑκάστην. Ὁ κ. Τόνες Μ. Καρακατσάνης καί ἡ δίς Ν. Χαριζίου ἐδωσαν ἀμοιβαίαν ὑπόσχεσιν γάμου ἐν Ἀθήναις τήν 23 Δεκεμβρίου. Ἐπίσης ἡ δίς Μαρία Ἀναγνωστοπούλου καί ὁ κ. Γεώργιος Ἐξάρχου ἀντήλλαξαν δακτυλίους ἐν Πειραιεῖ ἐνώπιον συγγενῶν καί φίλων. Ὁ κ. Δημήτριος Παπαδόπουλος καί ἡ δίς Ἑλένη Κωνσταντίνου ἀρραβωνίσθησαν εἰς Θεσσαλονίκην. Συγχαρητήρια τοῖς νέοις καί εὐχαί διά τήν εὐτυχίαν αὐτῶν. Πληροφορίαι εἰς τά γραφεῖα τῆς ἐφημερίδος καθ' ἑκάστην.	[662, 923, 733, 1103]
rule	[333, 88, 533, 89]
headline-london-cairo: ΜΕΙΟΥΤΑΙ Η ΑΠΟΣΤΑΣΙΣ Η ΧΩΡΙΖΟΥΣΑ ΤΑΣ ΑΠΟΨΕΙΣ ΛΟΝΔΙΝΟΥ ΚΑΙ ΚΑΪΡΟΥ ΕΠΙ ΤΩΝ ΟΙΚΟΝΟΜΙΚΩΝ ΔΙΑΦΟΡΩΝ ΤΩΝ	[671, 485, 803, 506]
double-rule	[333, 1313, 533, 1315]
body-text: Ὁ κ. Τόνες Μ. Καρακατσάνης καί ἡ δίς Ν. Χαριζίου ἐδωσαν ἀμοιβαίαν ὑπόσχεσιν γάμου ἐν Ἀθήναις τήν 23 Δεκεμβρίου. Ἐπίσης ἡ δίς Μαρία Ἀναγνωστοπούλου καί ὁ κ. Γεώργιος Ἐξάρχου ἀντήλλαξαν δακτυλίους ἐν Πειραιεῖ ἐνώπιον συγγενῶν καί φίλων. Ὁ κ. Δημήτριος Παπαδόπουλος καί ἡ δίς Ἑλένη Κωνσταντίνου ἀρραβωνίσθησαν εἰς Θεσσαλονίκην. Συγχαρητήρια τοῖς νέοις καί εὐχαί διά τήν εὐτυχίαν αὐτῶν. Πληροφορίαι εἰς τά γραφεῖα τῆς ἐφημερίδος καθ' ἑκάστην. Ὁ κ. Τόνες Μ. Καρακατσάνης καί ἡ δίς Ν. Χαριζίου ἐδωσαν ἀμοιβαίαν ὑπόσχεσιν γάμου ἐν Ἀθήναις τήν 23 Δεκεμβρίου. Ἐπίσης ἡ δίς Μαρία Ἀναγνωστοπούλου καί ὁ κ. Γεώργιος Ἐξάρχου ἀντήλλαξαν δακτυλίους ἐν Πειραιεῖ ἐνώπιον συγγενῶν καί φίλων. Ὁ κ. Δημήτριος Παπαδόπουλος καί ἡ δίς Ἑλένη Κωνσταντίνου ἀρραβωνίσθησαν εἰς Θεσσαλονίκην. Συγχαρητήρια τοῖς νέοις καί εὐχαί διά τήν εὐτυχίαν αὐτῶν. Πληροφορίαι εἰς τά γραφεῖα τῆς ἐφημερίδος καθ' ἑκάστην.	[232, 832, 324, 963]
body-text: Ὁ κ. Τόνες Μ. Καρακατσάνης καί ἡ δίς Ν. Χαριζίου ἐδωσαν ἀμοιβαίαν ὑπόσχεσιν γάμου ἐν Ἀθήναις τήν 23 Δεκεμβρίου. Ἐπίσης ἡ δίς Μαρία Ἀναγνωστοπούλου καί ὁ κ. Γεώργιος Ἐξάρχου ἀντήλλαξαν δακτυλίους ἐν Πειραιεῖ ἐνώπιον συγγενῶν καί φίλων. Ὁ κ. Δημήτριος Παπαδόπουλος καί ἡ δίς Ἑλένη Κωνσταντίνου ἀρραβωνίσθησαν εἰς Θεσσαλονίκην. Συγχαρητήρια τοῖς νέοις καί εὐχαί διά τήν εὐτυχίαν αὐτῶν. Πληροφορίαι εἰς τά γραφεῖα τῆς ἐφημερίδος καθ' ἑκάστην. Ὁ κ. Τόνες Μ. Καρακατσάνης καί ἡ δίς Ν. Χαριζίου ἐδωσαν ἀμοιβαίαν ὑπόσχεσιν γάμου ἐν Ἀθήναις τήν 23 Δεκεμβρίου. Ἐπίσης ἡ δίς Μαρία Ἀναγνωστοπούλου καί ὁ κ. Γεώργιος Ἐξάρχου ἀντήλλαξαν δακτυλίους ἐν Πειραιεῖ ἐνώπιον συγγενῶν καί φίλων. Ὁ κ. Δημήτριος Παπαδόπουλος καί ἡ δίς Ἑλένη Κωνσταντίνου ἀρραβωνίσθησαν εἰς Θεσσαλονίκην. Συγχαρητήρια τοῖς νέοις καί εὐχαί διά τήν εὐτυχίαν αὐτῶν. Πληροφορίαι εἰς τά γραφεῖα τῆς ἐφημερίδος καθ' ἑκάστην.	[12, 284, 110, 404]
headline-petrovouni: ΠΤΑΙΕΙ Ο ΝΕΚΡΟΣ ΔΙΑ ΤΟ ΔΥΣΤΥΧΗΜΑ ΤΟΥ ΠΕΤΡΟΒΟΥΝΙΟΥ	[548, 969, 647, 980]
body-text: Ὁ κ. Τόνες Μ. Καρακατσάνης καί ἡ δίς Ν. Χαριζίου ἐδωσαν ἀμοιβαίαν ὑπόσχεσιν γάμου ἐν Ἀθήναις τήν 23 Δεκεμβρίου. Ἐπίσης ἡ δίς Μαρία Ἀναγνωστοπούλου καί ὁ κ. Γεώργιος Ἐξάρχου ἀντήλλαξαν δακτυλίους ἐν Πειραιεῖ ἐνώπιον συγγενῶν καί φίλων. Ὁ κ. Δημήτριος Παπαδόπουλος καί ἡ δίς Ἑλένη Κωνσταντίνου ἀρραβωνίσθησαν εἰς Θεσσαλονίκην. Συγχαρητήρια τοῖς νέοις καί εὐχαί διά τήν εὐτυχίαν αὐτῶν. Πληροφορίαι εἰς τά γραφεῖα τῆς ἐφημερίδος καθ' ἑκάστην. Ὁ κ. Τόνες Μ. Καρακατσάνης καί ἡ δίς Ν. Χαριζίου ἐδωσαν ἀμοιβαίαν ὑπόσχεσιν γάμου ἐν Ἀθήναις τήν 23 Δεκεμβρίου. Ἐπίσης ἡ δίς Μαρία Ἀναγνωστοπούλου καί ὁ κ. Γεώργιος Ἐξάρχου ἀντήλλαξαν δακτυλίους ἐν Πειραιεῖ ἐνώπιον συγγενῶν καί φίλων. Ὁ κ. Δημήτριος Παπαδόπουλος καί ἡ δίς Ἑλένη Κωνσταντίνου ἀρραβωνίσθησαν εἰς Θεσσαλονίκην. Συγχαρητήρια τοῖς νέοις καί εὐχαί διά τήν εὐτυχίαν αὐτῶν. Πληροφορίαι εἰς τά γραφεῖα τῆς ἐφημερίδος καθ' ἑκάστην.	[741, 923, 812, 1103]
body-text: Ὁ κ. Τόνες Μ. Καρακατσάνης καί ἡ δίς Ν. Χαριζίου ἐδωσαν ἀμοιβαίαν ὑπόσχεσιν γάμου ἐν Ἀθήναις τήν 23 Δεκεμβρίου. Ἐπίσης ἡ δίς Μαρία Ἀναγνωστοπούλου καί ὁ κ. Γεώργιος Ἐξάρχου ἀντήλλαξαν δακτυλίους ἐν Πειραιεῖ ἐνώπιον συγγενῶν καί φίλων. Ὁ κ. Δημήτριος Παπαδόπουλος καί ἡ δίς Ἑλένη Κωνσταντίνου ἀρραβωνίσθησαν εἰς Θεσσαλονίκην. Συγχαρητήρια τοῖς νέοις καί εὐχαί διά τήν εὐτυχίαν αὐτῶν. Πληροφορίαι εἰς τά γραφεῖα τῆς ἐφημερίδος καθ' ἑκάστην. Ὁ κ. Τόνες Μ. Καρακατσάνης καί ἡ δίς Ν. Χαριζίου ἐδωσαν ἀμοιβαίαν ὑπόσχεσιν γάμου ἐν Ἀθήναις τήν 23 Δεκεμβρίου. Ἐπίσης ἡ δίς Μαρία Ἀναγνωστοπούλου καί ὁ κ. Γεώργιος Ἐξάρχου ἀντήλλαξαν δακτυλίους ἐν Πειραιεῖ ἐνώπιον συγγενῶν καί φίλων. Ὁ κ. Δημήτριος Παπαδόπουλος καί ἡ δίς Ἑλένη Κωνσταντίνου ἀρραβωνίσθησαν εἰς Θεσσαλονίκην. Συγχαρητήρια τοῖς νέοις καί εὐχαί διά τήν εὐτυχίαν αὐτῶν. Πληροφορίαι εἰς τά γραφεῖα τῆς ἐφημερίδος καθ' ἑκάστην.	[232, 1684, 324, 1815]
column-foreign	[659, 9, 815, 1727]
double-rule	[333, 1150, 533, 1151]
body-text: Ὁ κ. Τόνες Μ. Καρακατσάνης καί ἡ δίς Ν. Χαριζίου ἐδωσαν ἀμοιβαίαν ὑπόσχεσιν γάμου ἐν Ἀθήναις τήν 23 Δεκεμβρίου. Ἐπίσης ἡ δίς Μαρία Ἀναγνωστοπούλου καί ὁ κ. Γεώργιος Ἐξάρχου ἀντήλλαξαν δακτυλίους ἐν Πειραιεῖ ἐνώπιον συγγενῶν καί φίλων. Ὁ κ. Δημήτριος Παπαδόπουλος καί ἡ δίς Ἑλένη Κωνσταντίνου ἀρραβωνίσθησαν εἰς Θεσσαλονίκην. Συγχαρητήρια τοῖς νέοις καί εὐχαί διά τήν εὐτυχίαν αὐτῶν. Πληροφορίαι εἰς τά γραφεῖα τῆς ἐφημερίδος καθ' ἑκάστην. Ὁ κ. Τόνες Μ. Καρακατσάνης καί ἡ δίς Ν. Χαριζίου ἐδωσαν ἀμοιβαίαν ὑπόσχεσιν γάμου ἐν Ἀθήναις τήν 23 Δεκεμβρίου. Ἐπίσης ἡ δίς Μαρία Ἀναγνωστοπούλου καί ὁ κ. Γεώργιος Ἐξάρχου ἀντήλλαξαν δακτυλίους ἐν Πειραιεῖ ἐνώπιον συγγενῶν καί φίλων. Ὁ κ. Δημήτριος Παπαδόπουλος καί ἡ δίς Ἑλένη Κωνσταντίνου ἀρραβωνίσθησαν εἰς Θεσσαλονίκην. Συγχαρητήρια τοῖς νέοις καί εὐχαί διά τήν εὐτυχίαν αὐτῶν. Πληροφορίαι εἰς τά γραφεῖα τῆς ἐφημερίδος καθ' ἑκάστην.	[121, 2003, 221, 2123]
rule	[544, 143, 651, 144]
subhead-future-weddings: ΜΕΛΛΟΝΤΕΣ ΓΑΜΟΙ	[121, 9, 221, 18]
headline-snakes: ΟΙ ΟΦΕΙΣ ΕΠΕΤΕΘΗΣΑΝ ΚΑΤΑ ΤΩΝ ΠΥΡΟΣΒΕΣΤΩΝ	[553, 1243, 642, 1255]
body-text: Ὁ κ. Τόνες Μ. Καρακατσάνης καί ἡ δίς Ν. Χαριζίου ἐδωσαν ἀμοιβαίαν ὑπόσχεσιν γάμου ἐν Ἀθήναις τήν 23 Δεκεμβρίου. Ἐπίσης ἡ δίς Μαρία Ἀναγνωστοπούλου καί ὁ κ. Γεώργιος Ἐξάρχου ἀντήλλαξαν δακτυλίους ἐν Πειραιεῖ ἐνώπιον συγγενῶν καί φίλων. Ὁ κ. Δημήτριος Παπαδόπουλος καί ἡ δίς Ἑλένη Κωνσταντίνου ἀρραβωνίσθησαν εἰς Θεσσαλονίκην. Συγχαρητήρια τοῖς νέοις καί εὐχαί διά τήν εὐτυχίαν αὐτῶν. Πληροφορίαι εἰς τά γραφεῖα τῆς ἐφημερίδος καθ' ἑκάστην. Ὁ κ. Τόνες Μ. Καρακατσάνης καί ἡ δίς Ν. Χαριζίου ἐδωσαν ἀμοιβαίαν ὑπόσχεσιν γάμου ἐν Ἀθήναις τήν 23 Δεκεμβρίου. Ἐπίσης ἡ δίς Μαρία Ἀναγνωστοπούλου καί ὁ κ. Γεώργιος Ἐξάρχου ἀντήλλαξαν δακτυλίους ἐν Πειραιεῖ ἐνώπιον συγγενῶν καί φίλων. Ὁ κ. Δημήτριος Παπαδόπουλος καί ἡ δίς Ἑλένη Κωνσταντίνου ἀρραβωνίσθησαν εἰς Θεσσαλονίκην. Συγχαρητήρια τοῖς νέοις καί εὐχαί διά τήν εὐτυχίαν αὐτῶν. Πληροφορίαι εἰς τά γραφεῖα τῆς ἐφημερίδος καθ' ἑκάστην.	[121, 1255, 221, 1376]
column-feasts	[229, 9, 328, 2081]
rule	[544, 1240, 651, 1241]
body-text: Ὁ κ. Τόνες Μ. Καρακατσάνης καί ἡ δίς Ν. Χαριζίου ἐδωσαν ἀμοιβαίαν ὑπόσχεσιν γάμου ἐν Ἀθήναις τήν 23 Δεκεμβρίου. Ἐπίσης ἡ δίς Μαρία Ἀναγνωστοπούλου καί ὁ κ. Γεώργιος Ἐξάρχου ἀντήλλαξαν δακτυλίους ἐν Πειραιεῖ ἐνώπιον συγγενῶν καί φίλων. Ὁ κ. Δημήτριος Παπαδόπουλος καί ἡ δίς Ἑλένη Κωνσταντίνου ἀρραβωνίσθησαν εἰς Θεσσαλονίκην. Συγχαρητήρια τοῖς νέοις καί εὐχαί διά τήν εὐτυχίαν αὐτῶν. Πληροφορίαι εἰς τά γραφεῖα τῆς ἐφημερίδος καθ' ἑκάστην. Ὁ κ. Τόνες Μ. Καρακατσάνης καί ἡ δίς Ν. Χαριζίου ἐδωσαν ἀμοιβαίαν ὑπόσχεσιν γάμου ἐν Ἀθήναις τήν 23 Δεκεμβρίου. Ἐπίσης ἡ δίς Μαρία Ἀναγνωστοπούλου καί ὁ κ. Γεώργιος Ἐξάρχου ἀντήλλαξαν δακτυλίους ἐν Πειραιεῖ ἐνώπιον συγγενῶν καί φίλων. Ὁ κ. Δημήτριος Παπαδόπουλος καί ἡ δίς Ἑλένη Κωνσταντίνου ἀρραβωνίσθησαν εἰς Θεσσαλονίκην. Συγχαρητήρια τοῖς νέοις καί εὐχαί διά τήν εὐτυχίαν αὐτῶν. Πληροφορίαι εἰς τά γραφεῖα τῆς ἐφημερίδος καθ' ἑκάστην.	[121, 1118, 221, 1239]
body-text: Ὁ κ. Τόνες Μ. Καρακατσάνης καί ἡ δίς Ν. Χαριζίου ἐδωσαν ἀμοιβαίαν ὑπόσχεσιν γάμου ἐν Ἀθήναις τήν 23 Δεκεμβρίου. Ἐπίσης ἡ δίς Μαρία Ἀναγνωστοπούλου καί ὁ κ. Γεώργιος Ἐξάρχου ἀντήλλαξαν δακτυλίους ἐν Πειραιεῖ ἐνώπιον συγγενῶν καί φίλων. Ὁ κ. Δημήτριος Παπαδόπουλος καί ἡ δίς Ἑλένη Κωνσταντίνου ἀρραβωνίσθησαν εἰς Θεσσαλονίκην. Συγχαρητήρια τοῖς νέοις καί εὐχαί διά τήν εὐτυχίαν αὐτῶν. Πληροφορίαι εἰς τά γραφεῖα τῆς ἐφημερίδος καθ' ἑκάστην. Ὁ κ. Τόνες Μ. Καρακατσάνης καί ἡ δίς Ν. Χαριζίου ἐδωσαν ἀμοιβαίαν ὑπόσχεσιν γάμου ἐν Ἀθήναις τήν 23 Δεκεμβρίου. Ἐπίσης ἡ δίς Μαρία Ἀναγνωστοπούλου καί ὁ κ. Γεώργιος Ἐξάρχου ἀντήλλαξαν δακτυλίους ἐν Πειραιεῖ ἐνώπιον συγγενῶν καί φίλων. Ὁ κ. Δημήτριος Παπαδόπουλος καί ἡ δίς Ἑλένη Κωνσταντίνου ἀρραβωνίσθησαν εἰς Θεσσαλονίκην. Συγχαρητήρια τοῖς νέοις καί εὐχαί διά τήν εὐτυχίαν αὐτῶν. Πληροφορίαι εἰς τά γραφεῖα τῆς ἐφημερίδος καθ' ἑκάστην.	[662, 298, 733, 478]
body-text: Ὁ κ. Τόνες Μ. Καρακατσάνης καί ἡ δίς Ν. Χαριζίου ἐδωσαν ἀμοιβαίαν ὑπόσχεσιν γάμου ἐν Ἀθήναις τήν 23 Δεκεμβρίου. Ἐπίσης ἡ δίς Μαρία Ἀναγνωστοπούλου καί ὁ κ. Γεώργιος Ἐξάρχου ἀντήλλαξαν δακτυλίους ἐν Πειραιεῖ ἐνώπιον συγγενῶν καί φίλων. Ὁ κ. Δημήτριος Παπαδόπουλος καί ἡ δίς Ἑλένη Κωνσταντίνου ἀρραβωνίσθησαν εἰς Θεσσαλονίκην. Συγχαρητήρια τοῖς νέοις καί εὐχαί διά τήν εὐτυχίαν αὐτῶν. Πληροφορίαι εἰς τά γραφεῖα τῆς ἐφημερίδος καθ' ἑκάστην. Ὁ κ. Τόνες Μ. Καρακατσάνης καί ἡ δίς Ν. Χαριζίου ἐδωσαν ἀμοιβαίαν ὑπόσχεσιν γάμου ἐν Ἀθήναις τήν 23 Δεκεμβρίου. Ἐπίσης ἡ δίς Μαρία Ἀναγνωστοπούλου καί ὁ κ. Γεώργιος Ἐξάρχου ἀντήλλαξαν δακτυλίους ἐν Πειραιεῖ ἐνώπιον συγγενῶν καί φίλων. Ὁ κ. Δημήτριος Παπαδόπουλος καί ἡ δίς Ἑλένη Κωνσταντίνου ἀρραβωνίσθησαν εἰς Θεσσαλονίκην. Συγχαρητήρια τοῖς νέοις καί εὐχαί διά τήν εὐτυχίαν αὐτῶν. Πληροφορίαι εἰς τά γραφεῖα τῆς ἐφημερίδος καθ' ἑκάστην.	[121, 1377, 221, 1498]
section-title-mourning: ΠΕΝΘΗ	[12, 2436, 110, 2451]
body-text: Ὁ κ. Τόνες Μ. Καρακατσάνης καί ἡ δίς Ν. Χαριζίου ἐδωσαν ἀμοιβαίαν ὑπόσχεσιν γάμου ἐν Ἀθήναις τήν 23 Δεκεμβρίου. Ἐπίσης ἡ δίς Μαρία Ἀναγνωστοπούλου καί ὁ κ. Γεώργιος Ἐξάρχου ἀντήλλαξαν δακτυλίους ἐν Πειραιεῖ ἐνώπιον συγγενῶν καί φίλων. Ὁ κ. Δημήτριος Παπαδόπουλος καί ἡ δίς Ἑλένη Κωνσταντίνου ἀρραβωνίσθησαν εἰς Θεσσαλονίκην. Συγχαρητήρια τοῖς νέοις καί εὐχαί διά τήν εὐτυχίαν αὐτῶν. Πληροφορίαι εἰς τά γραφεῖα τῆς ἐφημερίδος καθ' ἑκάστην. Ὁ κ. Τόνες Μ. Καρακατσάνης καί ἡ δίς Ν. Χαριζίου ἐδωσαν ἀμοιβαίαν ὑπόσχεσιν γάμου ἐν Ἀθήναις τήν 23 Δεκεμβρίου. Ἐπίσης ἡ δίς Μαρία Ἀναγνωστοπούλου καί ὁ κ. Γεώργιος Ἐξάρχου ἀντήλλαξαν δακτυλίους ἐν Πειραιεῖ ἐνώπιον συγγενῶν καί φίλων. Ὁ κ. Δημήτριος Παπαδόπουλος καί ἡ δίς Ἑλένη Κωνσταντίνου ἀρραβωνίσθησαν εἰς Θεσσαλονίκην. Συγχαρητήρια τοῖς νέοις καί εὐχαί διά τήν εὐτυχίαν αὐτῶν. Πληροφορίαι εἰς τά γραφεῖα τῆς ἐφημερίδος καθ' ἑκάστην.	[437, 1015, 533, 1147]
body-text: Ὁ κ. Τόνες Μ. Καρακατσάνης καί ἡ δίς Ν. Χαριζίου ἐδωσαν ἀμοιβαίαν ὑπόσχεσιν γάμου ἐν Ἀθήναις τήν 23 Δεκεμβρίου. Ἐπίσης ἡ δίς Μαρία Ἀναγνωστοπούλου καί ὁ κ. Γεώργιος Ἐξάρχου ἀντήλλαξαν δακτυλίους ἐν Πειραιεῖ ἐνώπιον συγγενῶν καί φίλων. Ὁ κ. Δημήτριος Παπαδόπουλος καί ἡ δίς Ἑλένη Κωνσταντίνου ἀρραβωνίσθησαν εἰς Θεσσαλονίκην. Συγχαρητήρια τοῖς νέοις καί εὐχαί διά τήν εὐτυχίαν αὐτῶν. Πληροφορίαι εἰς τά γραφεῖα τῆς ἐφημερίδος καθ' ἑκάστην. Ὁ κ. Τόνες Μ. Καρακατσάνης καί ἡ δίς Ν. Χαριζίου ἐδωσαν ἀμοιβαίαν ὑπόσχεσιν γάμου ἐν Ἀθήναις τήν 23 Δεκεμβρίου. Ἐπίσης ἡ δίς Μαρία Ἀναγνωστοπούλου καί ὁ κ. Γεώργιος Ἐξάρχου ἀντήλλαξαν δακτυλίους ἐν Πειραιεῖ ἐνώπιον συγγενῶν καί φίλων. Ὁ κ. Δημήτριος Παπαδόπουλος καί ἡ δίς Ἑλένη Κωνσταντίνου ἀρραβωνίσθησαν εἰς Θεσσαλονίκην. Συγχαρητήρια τοῖς νέοις καί εὐχαί διά τήν εὐτυχίαν αὐτῶν. Πληροφορίαι εἰς τά γραφεῖα τῆς ἐφημερίδος καθ' ἑκάστην.	[121, 1758, 221, 1879]
body-text: Ὁ κ. Τόνες Μ. Καρακατσάνης καί ἡ δίς Ν. Χαριζίου ἐδωσαν ἀμοιβαίαν ὑπόσχεσιν γάμου ἐν Ἀθήναις τήν 23 Δεκεμβρίου. Ἐπίσης ἡ δίς Μαρία Ἀναγνωστοπούλου καί ὁ κ. Γεώργιος Ἐξάρχου ἀντήλλαξαν δακτυλίους ἐν Πειραιεῖ ἐνώπιον συγγενῶν καί φίλων. Ὁ κ. Δημήτριος Παπαδόπουλος καί ἡ δίς Ἑλένη Κωνσταντίνου ἀρραβωνίσθησαν εἰς Θεσσαλονίκην. Συγχαρητήρια τοῖς νέοις καί εὐχαί διά τήν εὐτυχίαν αὐτῶν. Πληροφορίαι εἰς τά γραφεῖα τῆς ἐφημερίδος καθ' ἑκάστην. Ὁ κ. Τόνες Μ. Καρακατσάνης καί ἡ δίς Ν. Χαριζίου ἐδωσαν ἀμοιβαίαν ὑπόσχεσιν γάμου ἐν Ἀθήναις τήν 23 Δεκεμβρίου. Ἐπίσης ἡ δίς Μαρία Ἀναγνωστοπούλου καί ὁ κ. Γεώργιος Ἐξάρχου ἀντήλλαξαν δακτυλίους ἐν Πειραιεῖ ἐνώπιον συγγενῶν καί φίλων. Ὁ κ. Δημήτριος Παπαδόπουλος καί ἡ δίς Ἑλένη Κωνσταντίνου ἀρραβωνίσθησαν εἰς Θεσσαλονίκην. Συγχαρητήρια τοῖς νέοις καί εὐχαί διά τήν εὐτυχίαν αὐτῶν. Πληροφορίαι εἰς τά γραφεῖα τῆς ἐφημερίδος καθ' ἑκάστην.	[544, 300, 651, 420]
headline-employees: ΕΓΚΑΙΡΩΣ ΘΑ ΠΛΗΡΩΝΤΑΙ ΟΙ ΥΠΑΛΛΗΛΟΙ ΕΙΣ ΠΑΣΑΣ ΤΑΣ ΣΧΟΛΑΣ	[550, 832, 645, 843]
double-rule	[333, 370, 533, 371]
two-col-block	[333, 1179, 533, 1310]
double-rule	[662, 1501, 812, 1502]
body-text: Ὁ κ. Τόνες Μ. Καρακατσάνης καί ἡ δίς Ν. Χαριζίου ἐδωσαν ἀμοιβαίαν ὑπόσχεσιν γάμου ἐν Ἀθήναις τήν 23 Δεκεμβρίου. Ἐπίσης ἡ δίς Μαρία Ἀναγνωστοπούλου καί ὁ κ. Γεώργιος Ἐξάρχου ἀντήλλαξαν δακτυλίους ἐν Πειραιεῖ ἐνώπιον συγγενῶν καί φίλων. Ὁ κ. Δημήτριος Παπαδόπουλος καί ἡ δίς Ἑλένη Κωνσταντίνου ἀρραβωνίσθησαν εἰς Θεσσαλονίκην. Συγχαρητήρια τοῖς νέοις καί εὐχαί διά τήν εὐτυχίαν αὐτῶν. Πληροφορίαι εἰς τά γραφεῖα τῆς ἐφημερίδος καθ' ἑκάστην. Ὁ κ. Τόνες Μ. Καρακατσάνης καί ἡ δίς Ν. Χαριζίου ἐδωσαν ἀμοιβαίαν ὑπόσχεσιν γάμου ἐν Ἀθήναις τήν 23 Δεκεμβρίου. Ἐπίσης ἡ δίς Μαρία Ἀναγνωστοπούλου καί ὁ κ. Γεώργιος Ἐξάρχου ἀντήλλαξαν δακτυλίους ἐν Πειραιεῖ ἐνώπιον συγγενῶν καί φίλων. Ὁ κ. Δημήτριος Παπαδόπουλος καί ἡ δίς Ἑλένη Κωνσταντίνου ἀρραβωνίσθησαν εἰς Θεσσαλονίκην. Συγχαρητήρια τοῖς νέοις καί εὐχαί διά τήν εὐτυχίαν αὐτῶν. Πληροφορίαι εἰς τά γραφεῖα τῆς ἐφημερίδος καθ' ἑκάστην.	[437, 859, 533, 990]
double-rule	[662, 1106, 812, 1108]
double-rule	[333, 1471, 533, 1473]
headline-army: ΤΟΣΟΝ ΟΣΤΡΑΤΟΣ ΞΗΡΑΣ ΟΣΟΝ ΚΑΙ ΤΟ ΝΑΥΤΙΚΟΝ	[349, 383, 517, 411]
body-text: Ὁ κ. Τόνες Μ. Καρακατσάνης καί ἡ δίς Ν. Χαριζίου ἐδωσαν ἀμοιβαίαν ὑπόσχεσιν γάμου ἐν Ἀθήναις τήν 23 Δεκεμβρίου. Ἐπίσης ἡ δίς Μαρία Ἀναγνωστοπούλου καί ὁ κ. Γεώργιος Ἐξάρχου ἀντήλλαξαν δακτυλίους ἐν Πειραιεῖ ἐνώπιον συγγενῶν καί φίλων. Ὁ κ. Δημήτριος Παπαδόπουλος καί ἡ δίς Ἑλένη Κωνσταντίνου ἀρραβωνίσθησαν εἰς Θεσσαλονίκην. Συγχαρητήρια τοῖς νέοις καί εὐχαί διά τήν εὐτυχίαν αὐτῶν. Πληροφορίαι εἰς τά γραφεῖα τῆς ἐφημερίδος καθ' ἑκάστην. Ὁ κ. Τόνες Μ. Καρακατσάνης καί ἡ δίς Ν. Χαριζίου ἐδωσαν ἀμοιβαίαν ὑπόσχεσιν γάμου ἐν Ἀθήναις τήν 23 Δεκεμβρίου. Ἐπίσης ἡ δίς Μαρία Ἀναγνωστοπούλου καί ὁ κ. Γεώργιος Ἐξάρχου ἀντήλλαξαν δακτυλίους ἐν Πειραιεῖ ἐνώπιον συγγενῶν καί φίλων. Ὁ κ. Δημήτριος Παπαδόπουλος καί ἡ δίς Ἑλένη Κωνσταντίνου ἀρραβωνίσθησαν εἰς Θεσσαλονίκην. Συγχαρητήρια τοῖς νέοις καί εὐχαί διά τήν εὐτυχίαν αὐτῶν. Πληροφορίαι εἰς τά γραφεῖα τῆς ἐφημερίδος καθ' ἑκάστην.	[333, 1015, 428, 1147]
double-rule	[333, 690, 533, 691]
body-text: Ὁ κ. Τόνες Μ. Καρακατσάνης καί ἡ δίς Ν. Χαριζίου ἐδωσαν ἀμοιβαίαν ὑπόσχεσιν γάμου ἐν Ἀθήναις τήν 23 Δεκεμβρίου. Ἐπίσης ἡ δίς Μαρία Ἀναγνωστοπούλου καί ὁ κ. Γεώργιος Ἐξάρχου ἀντήλλαξαν δακτυλίους ἐν Πειραιεῖ ἐνώπιον συγγενῶν καί φίλων. Ὁ κ. Δημήτριος Παπαδόπουλος καί ἡ δίς Ἑλένη Κωνσταντίνου ἀρραβωνίσθησαν εἰς Θεσσαλονίκην. Συγχαρητήρια τοῖς νέοις καί εὐχαί διά τήν εὐτυχίαν αὐτῶν. Πληροφορίαι εἰς τά γραφεῖα τῆς ἐφημερίδος καθ' ἑκάστην. Ὁ κ. Τόνες Μ. Καρακατσάνης καί ἡ δίς Ν. Χαριζίου ἐδωσαν ἀμοιβαίαν ὑπόσχεσιν γάμου ἐν Ἀθήναις τήν 23 Δεκεμβρίου. Ἐπίσης ἡ δίς Μαρία Ἀναγνωστοπούλου καί ὁ κ. Γεώργιος Ἐξάρχου ἀντήλλαξαν δακτυλίους ἐν Πειραιεῖ ἐνώπιον συγγενῶν καί φίλων. Ὁ κ. Δημήτριος Παπαδόπουλος καί ἡ δίς Ἑλένη Κωνσταντίνου ἀρραβωνίσθησαν εἰς Θεσσαλονίκην. Συγχαρητήρια τοῖς νέοις καί εὐχαί διά τήν εὐτυχίαν αὐτῶν. Πληροφορίαι εἰς τά γραφεῖα τῆς ἐφημερίδος καθ' ἑκάστην.	[121, 263, 221, 383]
body-text: Ὁ κ. Τόνες Μ. Καρακατσάνης καί ἡ δίς Ν. Χαριζίου ἐδωσαν ἀμοιβαίαν ὑπόσχεσιν γάμου ἐν Ἀθήναις τήν 23 Δεκεμβρίου. Ἐπίσης ἡ δίς Μαρία Ἀναγνωστοπούλου καί ὁ κ. Γεώργιος Ἐξάρχου ἀντήλλαξαν δακτυλίους ἐν Πειραιεῖ ἐνώπιον συγγενῶν καί φίλων. Ὁ κ. Δημήτριος Παπαδόπουλος καί ἡ δίς Ἑλένη Κωνσταντίνου ἀρραβωνίσθησαν εἰς Θεσσαλονίκην. Συγχαρητήρια τοῖς νέοις καί εὐχαί διά τήν εὐτυχίαν αὐτῶν. Πληροφορίαι εἰς τά γραφεῖα τῆς ἐφημερίδος καθ' ἑκάστην. Ὁ κ. Τόνες Μ. Καρακατσάνης καί ἡ δίς Ν. Χαριζίου ἐδωσαν ἀμοιβαίαν ὑπόσχεσιν γάμου ἐν Ἀθήναις τήν 23 Δεκεμβρίου. Ἐπίσης ἡ δίς Μαρία Ἀναγνωστοπούλου καί ὁ κ. Γεώργιος Ἐξάρχου ἀντήλλαξαν δακτυλίους ἐν Πειραιεῖ ἐνώπιον συγγενῶν καί φίλων. Ὁ κ. Δημήτριος Παπαδόπουλος καί ἡ δίς Ἑλένη Κωνσταντίνου ἀρραβωνίσθησαν εἰς Θεσσαλονίκην. Συγχαρητήρια τοῖς νέοις καί εὐχαί διά τήν εὐτυχίαν αὐτῶν. Πληροφορίαι εἰς τά γραφεῖα τῆς ἐφημερίδος καθ' ἑκάστην.	[12, 2314, 110, 2434]
headline-kastoria: Η ΚΑΣΤΟΡΙΑ ΠΡΟΕΤΟΙΜΑΖΕΤΑΙ ΔΙΑ ΤΟ ΕΦΕΤΕΙΝΟΝ ΚΑΡΝΑΒΑΛΙ	[341, 1154, 524, 1174]
subhead-new-year-feasts: Πρωτοχρονιάτικαι ἑορταί	[232, 9, 324, 18]
body-text: Ὁ κ. Τόνες Μ. Καρακατσάνης καί ἡ δίς Ν. Χαριζίου ἐδωσαν ἀμοιβαίαν ὑπόσχεσιν γάμου ἐν Ἀθήναις τήν 23 Δεκεμβρίου. Ἐπίσης ἡ δίς Μαρία Ἀναγνωστοπούλου καί ὁ κ. Γεώργιος Ἐξάρχου ἀντήλλαξαν δακτυλίους ἐν Πειραιεῖ ἐνώπιον συγγενῶν καί φίλων. Ὁ κ. Δημήτριος Παπαδόπουλος καί ἡ δίς Ἑλένη Κωνσταντίνου ἀρραβωνίσθησαν εἰς Θεσσαλονίκην. Συγχαρητήρια τοῖς νέοις καί εὐχαί διά τήν εὐτυχίαν αὐτῶν. Πληροφορίαι εἰς τά γραφεῖα τῆς ἐφημερίδος καθ' ἑκάστην. Ὁ κ. Τόνες Μ. Καρακατσάνης καί ἡ δίς Ν. Χαριζίου ἐδωσαν ἀμοιβαίαν ὑπόσχεσιν γάμου ἐν Ἀθήναις τήν 23 Δεκεμβρίου. Ἐπίσης ἡ δίς Μαρία Ἀναγνωστοπούλου καί ὁ κ. Γεώργιος Ἐξάρχου ἀντήλλαξαν δακτυλίους ἐν Πειραιεῖ ἐνώπιον συγγενῶν καί φίλων. Ὁ κ. Δημήτριος Παπαδόπουλος καί ἡ δίς Ἑλένη Κωνσταντίνου ἀρραβωνίσθησαν εἰς Θεσσαλονίκην. Συγχαρητήρια τοῖς νέοις καί εὐχαί διά τήν εὐτυχίαν αὐτῶν. Πληροφορίαι εἰς τά γραφεῖα τῆς ἐφημερίδος καθ' ἑκάστην.	[121, 1880, 221, 2001]
two-col-block	[333, 1515, 533, 1646]
body-text: Ὁ κ. Τόνες Μ. Καρακατσάνης καί ἡ δίς Ν. Χαριζίου ἐδωσαν ἀμοιβαίαν ὑπόσχεσιν γάμου ἐν Ἀθήναις τήν 23 Δεκεμβρίου. Ἐπίσης ἡ δίς Μαρία Ἀναγνωστοπούλου καί ὁ κ. Γεώργιος Ἐξάρχου ἀντήλλαξαν δακτυλίους ἐν Πειραιεῖ ἐνώπιον συγγενῶν καί φίλων. Ὁ κ. Δημήτριος Παπαδόπουλος καί ἡ δίς Ἑλένη Κωνσταντίνου ἀρραβωνίσθησαν εἰς Θεσσαλονίκην. Συγχαρητήρια τοῖς νέοις καί εὐχαί διά τήν εὐτυχίαν αὐτῶν. Πληροφορίαι εἰς τά γραφεῖα τῆς ἐφημερίδος καθ' ἑκάστην. Ὁ κ. Τόνες Μ. Καρακατσάνης καί ἡ δίς Ν. Χαριζίου ἐδωσαν ἀμοιβαίαν ὑπόσχεσιν γάμου ἐν Ἀθήναις τήν 23 Δεκεμβρίου. Ἐπίσης ἡ δίς Μαρία Ἀναγνωστοπούλου καί ὁ κ. Γεώργιος Ἐξάρχου ἀντήλλαξαν δακτυλίους ἐν Πειραιεῖ ἐνώπιον συγγενῶν καί φίλων. Ὁ κ. Δημήτριος Παπαδόπουλος καί ἡ δίς Ἑλένη Κωνσταντίνου ἀρραβωνίσθησαν εἰς Θεσσαλονίκην. Συγχαρητήρια τοῖς νέοις καί εὐχαί διά τήν εὐτυχίαν αὐτῶν. Πληροφορίαι εἰς τά γραφεῖα τῆς ἐφημερίδος καθ' ἑκάστην.	[12, 40, 110, 160]
body-text: Ὁ κ. Τόνες Μ. Καρακατσάνης καί ἡ δίς Ν. Χαριζίου ἐδωσαν ἀμοιβαίαν ὑπόσχεσιν γάμου ἐν Ἀθήναις τήν 23 Δεκεμβρίου. Ἐπίσης ἡ δίς Μαρία Ἀναγνωστοπούλου καί ὁ κ. Γεώργιος Ἐξάρχου ἀντήλλαξαν δακτυλίους ἐν Πειραιεῖ ἐνώπιον συγγενῶν καί φίλων. Ὁ κ. Δημήτριος Παπαδόπουλος καί ἡ δίς Ἑλένη Κωνσταντίνου ἀρραβωνίσθησαν εἰς Θεσσαλονίκην. Συγχαρητήρια τοῖς νέοις καί εὐχαί διά τήν εὐτυχίαν αὐτῶν. Πληροφορίαι εἰς τά γραφεῖα τῆς ἐφημερίδος καθ' ἑκάστην. Ὁ κ. Τόνες Μ. Καρακατσάνης καί ἡ δίς Ν. Χαριζίου ἐδωσαν ἀμοιβαίαν ὑπόσχεσιν γάμου ἐν Ἀθήναις τήν 23 Δεκεμβρίου. Ἐπίσης ἡ δίς Μαρία Ἀναγνωστοπούλου καί ὁ κ. Γεώργιος Ἐξάρχου ἀντήλλαξαν δακτυλίους ἐν Πειραιεῖ ἐνώπιον συγγενῶν καί φίλων. Ὁ κ. Δημήτριος Παπαδόπουλος καί ἡ δίς Ἑλένη Κωνσταντίνου ἀρραβωνίσθησαν εἰς Θεσσαλονίκην. Συγχαρητήρια τοῖς νέοις καί εὐχαί διά τήν εὐτυχίαν αὐτῶν. Πληροφορίαι εἰς τά γραφεῖα τῆς ἐφημερίδος καθ' ἑκάστην.	[437, 1179, 533, 1310]
two-col-block	[662, 1317, 812, 1498]
body-text: Ὁ κ. Τόνες Μ. Καρακατσάνης καί ἡ δίς Ν. Χαριζίου ἐδωσαν ἀμοιβαίαν ὑπόσχεσιν γάμου ἐν Ἀθήναις τήν 23 Δεκεμβρίου. Ἐπίσης ἡ δίς Μαρία Ἀναγνωστοπούλου καί ὁ κ. Γεώργιος Ἐξάρχου ἀντήλλαξαν δακτυλίους ἐν Πειραιεῖ ἐνώπιον συγγενῶν καί φίλων. Ὁ κ. Δημήτριος Παπαδόπουλος καί ἡ δίς Ἑλένη Κωνσταντίνου ἀρραβωνίσθησαν εἰς Θεσσαλονίκην. Συγχαρητήρια τοῖς νέοις καί εὐχαί διά τήν εὐτυχίαν αὐτῶν. Πληροφορίαι εἰς τά γραφεῖα τῆς ἐφημερίδος καθ' ἑκάστην. Ὁ κ. Τόνες Μ. Καρακατσάνης καί ἡ δίς Ν. Χαριζίου ἐδωσαν ἀμοιβαίαν ὑπόσχεσιν γάμου ἐν Ἀθήναις τήν 23 Δεκεμβρίου. Ἐπίσης ἡ δίς Μαρία Ἀναγνωστοπούλου καί ὁ κ. Γεώργιος Ἐξάρχου ἀντήλλαξαν δακτυλίους ἐν Πειραιεῖ ἐνώπιον συγγενῶν καί φίλων. Ὁ κ. Δημήτριος Παπαδόπουλος καί ἡ δίς Ἑλένη Κωνσταντίνου ἀρραβωνίσθησαν εἰς Θεσσαλονίκην. Συγχαρητήρια τοῖς νέοις καί εὐχαί διά τήν εὐτυχίαν αὐτῶν. Πληροφορίαι εἰς τά γραφεῖα τῆς ἐφημερίδος καθ' ἑκάστην.	[12, 2453, 110, 2573]
subhead-memorials: ΜΝΗΜΟΣΥΝΑ	[121, 2123, 221, 2133]
body-text: Ὁ κ. Τόνες Μ. Καρακατσάνης καί ἡ δίς Ν. Χαριζίου ἐδωσαν ἀμοιβαίαν ὑπόσχεσιν γάμου ἐν Ἀθήναις τήν 23 Δεκεμβρίου. Ἐπίσης ἡ δίς Μαρία Ἀναγνωστοπούλου καί ὁ κ. Γεώργιος Ἐξάρχου ἀντήλλαξαν δακτυλίους ἐν Πειραιεῖ ἐνώπιον συγγενῶν καί φίλων. Ὁ κ. Δημήτριος Παπαδόπουλος καί ἡ δίς Ἑλένη Κωνσταντίνου ἀρραβωνίσθησαν εἰς Θεσσαλονίκην. Συγχαρητήρια τοῖς νέοις καί εὐχαί διά τήν εὐτυχίαν αὐτῶν. Πληροφορίαι εἰς τά γραφεῖα τῆς ἐφημερίδος καθ' ἑκάστην. Ὁ κ. Τόνες Μ. Καρακατσάνης καί ἡ δίς Ν. Χαριζίου ἐδωσαν ἀμοιβαίαν ὑπόσχεσιν γάμου ἐν Ἀθήναις τήν 23 Δεκεμβρίου. Ἐπίσης ἡ δίς Μαρία Ἀναγνωστοπούλου καί ὁ κ. Γεώργιος Ἐξάρχου ἀντήλλαξαν δακτυλίους ἐν Πειραιεῖ ἐνώπιον συγγενῶν καί φίλων. Ὁ κ. Δημήτριος Παπαδόπουλος καί ἡ δίς Ἑλένη Κωνσταντίνου ἀρραβωνίσθησαν εἰς Θεσσαλονίκην. Συγχαρητήρια τοῖς νέοις καί εὐχαί διά τήν εὐτυχίαν αὐτῶν. Πληροφορίαι εἰς τά γραφεῖα τῆς ἐφημερίδος καθ' ἑκάστην.	[662, 1123, 733, 1303]
headline-telecom-sub: ΕΤΕΡΑ 2.600 ΤΗΛΕΦΩΝΑ ΕΙΣ ΘΕΣΣΑΛΟΝΙΚΗΝ	[343, 711, 522, 720]
body-text: Ὁ κ. Τόνες Μ. Καρακατσάνης καί ἡ δίς Ν. Χαριζίου ἐδωσαν ἀμοιβαίαν ὑπόσχεσιν γάμου ἐν Ἀθήναις τήν 23 Δεκεμβρίου. Ἐπίσης ἡ δίς Μαρία Ἀναγνωστοπούλου καί ὁ κ. Γεώργιος Ἐξάρχου ἀντήλλαξαν δακτυλίους ἐν Πειραιεῖ ἐνώπιον συγγενῶν καί φίλων. Ὁ κ. Δημήτριος Παπαδόπουλος καί ἡ δίς Ἑλένη Κωνσταντίνου ἀρραβωνίσθησαν εἰς Θεσσαλονίκην. Συγχαρητήρια τοῖς νέοις καί εὐχαί διά τήν εὐτυχίαν αὐτῶν. Πληροφορίαι εἰς τά γραφεῖα τῆς ἐφημερίδος καθ' ἑκάστην. Ὁ κ. Τόνες Μ. Καρακατσάνης καί ἡ δίς Ν. Χαριζίου ἐδωσαν ἀμοιβαίαν ὑπόσχεσιν γάμου ἐν Ἀθήναις τήν 23 Δεκεμβρίου. Ἐπίσης ἡ δίς Μαρία Ἀναγνωστοπούλου καί ὁ κ. Γεώργιος Ἐξάρχου ἀντήλλαξαν δακτυλίους ἐν Πειραιεῖ ἐνώπιον συγγενῶν καί φίλων. Ὁ κ. Δημήτριος Παπαδόπουλος καί ἡ δίς Ἑλένη Κωνσταντίνου ἀρραβωνίσθησαν εἰς Θεσσαλονίκην. Συγχαρητήρια τοῖς νέοις καί εὐχαί διά τήν εὐτυχίαν αὐτῶν. Πληροφορίαι εἰς τά γραφεῖα τῆς ἐφημερίδος καθ' ἑκάστην.	[232, 20, 324, 150]
two-col-block	[662, 923, 812, 1104]
body-text: Ὁ κ. Τόνες Μ. Καρακατσάνης καί ἡ δίς Ν. Χαριζίου ἐδωσαν ἀμοιβαίαν ὑπόσχεσιν γάμου ἐν Ἀθήναις τήν 23 Δεκεμβρίου. Ἐπίσης ἡ δίς Μαρία Ἀναγνωστοπούλου καί ὁ κ. Γεώργιος Ἐξάρχου ἀντήλλαξαν δακτυλίους ἐν Πειραιεῖ ἐνώπιον συγγενῶν καί φίλων. Ὁ κ. Δημήτριος Παπαδόπουλος καί ἡ δίς Ἑλένη Κωνσταντίνου ἀρραβωνίσθησαν εἰς Θεσσαλονίκην. Συγχαρητήρια τοῖς νέοις καί εὐχαί διά τήν εὐτυχίαν αὐτῶν. Πληροφορίαι εἰς τά γραφεῖα τῆς ἐφημερίδος καθ' ἑκάστην. Ὁ κ. Τόνες Μ. Καρακατσάνης καί ἡ δίς Ν. Χαριζίου ἐδωσαν ἀμοιβαίαν ὑπόσχεσιν γάμου ἐν Ἀθήναις τήν 23 Δεκεμβρίου. Ἐπίσης ἡ δίς Μαρία Ἀναγνωστοπούλου καί ὁ κ. Γεώργιος Ἐξάρχου ἀντήλλαξαν δακτυλίους ἐν Πειραιεῖ ἐνώπιον συγγενῶν καί φίλων. Ὁ κ. Δημήτριος Παπαδόπουλος καί ἡ δίς Ἑλένη Κωνσταντίνου ἀρραβωνίσθησαν εἰς Θεσσαλονίκην. Συγχαρητήρια τοῖς νέοις καί εὐχαί διά τήν εὐτυχίαν αὐτῶν. Πληροφορίαι εἰς τά γραφεῖα τῆς ἐφημερίδος καθ' ἑκάστην.	[121, 507, 221, 628]
body-text: Ὁ κ. Τόνες Μ. Καρακατσάνης καί ἡ δίς Ν. Χαριζίου ἐδωσαν ἀμοιβαίαν ὑπόσχεσιν γάμου ἐν Ἀθήναις τήν 23 Δεκεμβρίου. Ἐπίσης ἡ δίς Μαρία Ἀναγνωστοπούλου καί ὁ κ. Γεώργιος Ἐξάρχου ἀντήλλαξαν δακτυλίους ἐν Πειραιεῖ ἐνώπιον συγγενῶν καί φίλων. Ὁ κ. Δημήτριος Παπαδόπουλος καί ἡ δίς Ἑλένη Κωνσταντίνου ἀρραβωνίσθησαν εἰς Θεσσαλονίκην. Συγχαρητήρια τοῖς νέοις καί εὐχαί διά τήν εὐτυχίαν αὐτῶν. Πληροφορίαι εἰς τά γραφεῖα τῆς ἐφημερίδος καθ' ἑκάστην. Ὁ κ. Τόνες Μ. Καρακατσάνης καί ἡ δίς Ν. Χαριζίου ἐδωσαν ἀμοιβαίαν ὑπόσχεσιν γάμου ἐν Ἀθήναις τήν 23 Δεκεμβρίου. Ἐπίσης ἡ δίς Μαρία Ἀναγνωστοπούλου καί ὁ κ. Γεώργιος Ἐξάρχου ἀντήλλαξαν δακτυλίους ἐν Πειραιεῖ ἐνώπιον συγγενῶν καί φίλων. Ὁ κ. Δημήτριος Παπαδόπουλος καί ἡ δίς Ἑλένη Κωνσταντίνου ἀρραβωνίσθησαν εἰς Θεσσαλονίκην. Συγχαρητήρια τοῖς νέοις καί εὐχαί διά τήν εὐτυχίαν αὐτῶν. Πληροφορίαι εἰς τά γραφεῖα τῆς ἐφημερίδος καθ' ἑκάστην.	[544, 980, 651, 1100]
body-text: Ὁ κ. Τόνες Μ. Καρακατσάνης καί ἡ δίς Ν. Χαριζίου ἐδωσαν ἀμοιβαίαν ὑπόσχεσιν γάμου ἐν Ἀθήναις τήν 23 Δεκεμβρίου. Ἐπίσης ἡ δίς Μαρία Ἀναγνωστοπούλου καί ὁ κ. Γεώργιος Ἐξάρχου ἀντήλλαξαν δακτυλίους ἐν Πειραιεῖ ἐνώπιον συγγενῶν καί φίλων. Ὁ κ. Δημήτριος Παπαδόπουλος καί ἡ δίς Ἑλένη Κωνσταντίνου ἀρραβωνίσθησαν εἰς Θεσσαλονίκην. Συγχαρητήρια τοῖς νέοις καί εὐχαί διά τήν εὐτυχίαν αὐτῶν. Πληροφορίαι εἰς τά γραφεῖα τῆς ἐφημερίδος καθ' ἑκάστην. Ὁ κ. Τόνες Μ. Καρακατσάνης καί ἡ δίς Ν. Χαριζίου ἐδωσαν ἀμοιβαίαν ὑπόσχεσιν γάμου ἐν Ἀθήναις τήν 23 Δεκεμβρίου. Ἐπίσης ἡ δίς Μαρία Ἀναγνωστοπούλου καί ὁ κ. Γεώργιος Ἐξάρχου ἀντήλλαξαν δακτυλίους ἐν Πειραιεῖ ἐνώπιον συγγενῶν καί φίλων. Ὁ κ. Δημήτριος Παπαδόπουλος καί ἡ δίς Ἑλένη Κωνσταντίνου ἀρραβωνίσθησαν εἰς Θεσσαλονίκην. Συγχαρητήρια τοῖς νέοις καί εὐχαί διά τήν εὐτυχίαν αὐτῶν. Πληροφορίαι εἰς τά γραφεῖα τῆς ἐφημερίδος καθ' ἑκάστην.	[333, 1337, 428, 1468]
body-text: Ὁ κ. Τόνες Μ. Καρακατσάνης καί ἡ δίς Ν. Χαριζίου ἐδωσαν ἀμοιβαίαν ὑπόσχεσιν γάμου ἐν Ἀθήναις τήν 23 Δεκεμβρίου. Ἐπίσης ἡ δίς Μαρία Ἀναγνωστοπούλου καί ὁ κ. Γεώργιος Ἐξάρχου ἀντήλλαξαν δακτυλίους ἐν Πειραιεῖ ἐνώπιον συγγενῶν καί φίλων. Ὁ κ. Δημήτριος Παπαδόπουλος καί ἡ δίς Ἑλένη Κωνσταντίνου ἀρραβωνίσθησαν εἰς Θεσσαλονίκην. Συγχαρητήρια τοῖς νέοις καί εὐχαί διά τήν εὐτυχίαν αὐτῶν. Πληροφορίαι εἰς τά γραφεῖα τῆς ἐφημερίδος καθ' ἑκάστην. Ὁ κ. Τόνες Μ. Καρακατσάνης καί ἡ δίς Ν. Χαριζίου ἐδωσαν ἀμοιβαίαν ὑπόσχεσιν γάμου ἐν Ἀθήναις τήν 23 Δεκεμβρίου. Ἐπίσης ἡ δίς Μαρία Ἀναγνωστοπούλου καί ὁ κ. Γεώργιος Ἐξάρχου ἀντήλλαξαν δακτυλίους ἐν Πειραιεῖ ἐνώπιον συγγενῶν καί φίλων. Ὁ κ. Δημήτριος Παπαδόπουλος καί ἡ δίς Ἑλένη Κωνσταντίνου ἀρραβωνίσθησαν εἰς Θεσσαλονίκην. Συγχαρητήρια τοῖς νέοις καί εὐχαί διά τήν εὐτυχίαν αὐτῶν. Πληροφορίαι εἰς τά γραφεῖα τῆς ἐφημερίδος καθ' ἑκάστην.	[232, 685, 324, 816]
headline-typhoid: ΗΛΥΤΟΚΤΟΝΗΣΕ ΠΑΣΧΩΝ ΕΚ ΤΥΦΕΩΝ ΣΥΝΕΙΔΗΣΕΣ ΔΙ' ΑΚΟΥΣΙΩΝ ΦΟΝΟΥ	[548, 146, 646, 158]
section-title-funerals: ΚΗΔΕΙΑΙ	[232, 1669, 324, 1682]
double-rule	[662, 481, 812, 483]
column-social	[9, 9, 113, 2573]
kicker-center: Εἰς μίαν συνοικίαν τῶν Ἀθηνῶν	[333, 9, 533, 19]
body-text: Ὁ κ. Τόνες Μ. Καρακατσάνης καί ἡ δίς Ν. Χαριζίου ἐδωσαν ἀμοιβαίαν ὑπόσχεσιν γάμου ἐν Ἀθήναις τήν 23 Δεκεμβρίου. Ἐπίσης ἡ δίς Μαρία Ἀναγνωστοπούλου καί ὁ κ. Γεώργιος Ἐξάρχου ἀντήλλαξαν δακτυλίους ἐν Πειραιεῖ ἐνώπιον συγγενῶν καί φίλων. Ὁ κ. Δημήτριος Παπαδόπουλος καί ἡ δίς Ἑλένη Κωνσταντίνου ἀρραβωνίσθησαν εἰς Θεσσαλονίκην. Συγχαρητήρια τοῖς νέοις καί εὐχαί διά τήν εὐτυχίαν αὐτῶν. Πληροφορίαι εἰς τά γραφεῖα τῆς ἐφημερίδος καθ' ἑκάστην. Ὁ κ. Τόνες Μ. Καρακατσάνης καί ἡ δίς Ν. Χαριζίου ἐδωσαν ἀμοιβαίαν ὑπόσχεσιν γάμου ἐν Ἀθήναις τήν 23 Δεκεμβρίου. Ἐπίσης ἡ δίς Μαρία Ἀναγνωστοπούλου καί ὁ κ. Γεώργιος Ἐξάρχου ἀντήλλαξαν δακτυλίους ἐν Πειραιεῖ ἐνώπιον συγγενῶν καί φίλων. Ὁ κ. Δημήτριος Παπαδόπουλος καί ἡ δίς Ἑλένη Κωνσταντίνου ἀρραβωνίσθησαν εἰς Θεσσαλονίκην. Συγχαρητήρια τοῖς νέοις καί εὐχαί διά τήν εὐτυχίαν αὐτῶν. Πληροφορίαι εἰς τά γραφεῖα τῆς ἐφημερίδος καθ' ἑκάστην.	[12, 2070, 110, 2190]
body-text: Ὁ κ. Τόνες Μ. Καρακατσάνης καί ἡ δίς Ν. Χαριζίου ἐδωσαν ἀμοιβαίαν ὑπόσχεσιν γάμου ἐν Ἀθήναις τήν 23 Δεκεμβρίου. Ἐπίσης ἡ δίς Μαρία Ἀναγνωστοπούλου καί ὁ κ. Γεώργιος Ἐξάρχου ἀντήλλαξαν δακτυλίους ἐν Πειραιεῖ ἐνώπιον συγγενῶν καί φίλων. Ὁ κ. Δημήτριος Παπαδόπουλος καί ἡ δίς Ἑλένη Κωνσταντίνου ἀρραβωνίσθησαν εἰς Θεσσαλονίκην. Συγχαρητήρια τοῖς νέοις καί εὐχαί διά τήν εὐτυχίαν αὐτῶν. Πληροφορίαι εἰς τά γραφεῖα τῆς ἐφημερίδος καθ' ἑκάστην. Ὁ κ. Τόνες Μ. Καρακατσάνης καί ἡ δίς Ν. Χαριζίου ἐδωσαν ἀμοιβαίαν ὑπόσχεσιν γάμου ἐν Ἀθήναις τήν 23 Δεκεμβρίου. Ἐπίσης ἡ δίς Μαρία Ἀναγνωστοπούλου καί ὁ κ. Γεώργιος Ἐξάρχου ἀντήλλαξαν δακτυλίους ἐν Πειραιεῖ ἐνώπιον συγγενῶν καί φίλων. Ὁ κ. Δημήτριος Παπαδόπουλος καί ἡ δίς Ἑλένη Κωνσταντίνου ἀρραβωνίσθησαν εἰς Θεσσαλονίκην. Συγχαρητήρια τοῖς νέοις καί εὐχαί διά τήν εὐτυχίαν αὐτῶν. Πληροφορίαι εἰς τά γραφεῖα τῆς ἐφημερίδος καθ' ἑκάστην.	[12, 2192, 110, 2312]
body-text: Ὁ κ. Τόνες Μ. Καρακατσάνης καί ἡ δίς Ν. Χαριζίου ἐδωσαν ἀμοιβαίαν ὑπόσχεσιν γάμου ἐν Ἀθήναις τήν 23 Δεκεμβρίου. Ἐπίσης ἡ δίς Μαρία Ἀναγνωστοπούλου καί ὁ κ. Γεώργιος Ἐξάρχου ἀντήλλαξαν δακτυλίους ἐν Πειραιεῖ ἐνώπιον συγγενῶν καί φίλων. Ὁ κ. Δημήτριος Παπαδόπουλος καί ἡ δίς Ἑλένη Κωνσταντίνου ἀρραβωνίσθησαν εἰς Θεσσαλονίκην. Συγχαρητήρια τοῖς νέοις καί εὐχαί διά τήν εὐτυχίαν αὐτῶν. Πληροφορίαι εἰς τά γραφεῖα τῆς ἐφημερίδος καθ' ἑκάστην. Ὁ κ. Τόνες Μ. Καρακατσάνης καί ἡ δίς Ν. Χαριζίου ἐδωσαν ἀμοιβαίαν ὑπόσχεσιν γάμου ἐν Ἀθήναις τήν 23 Δεκεμβρίου. Ἐπίσης ἡ δίς Μαρία Ἀναγνωστοπούλου καί ὁ κ. Γεώργιος Ἐξάρχου ἀντήλλαξαν δακτυλίους ἐν Πειραιεῖ ἐνώπιον συγγενῶν καί φίλων. Ὁ κ. Δημήτριος Παπαδόπουλος καί ἡ δίς Ἑλένη Κωνσταντίνου ἀρραβωνίσθησαν εἰς Θεσσαλονίκην. Συγχαρητήρια τοῖς νέοις καί εὐχαί διά τήν εὐτυχίαν αὐτῶν. Πληροφορίαι εἰς τά γραφεῖα τῆς ἐφημερίδος καθ' ἑκάστην.	[121, 385, 221, 505]
body-text: Ὁ κ. Τόνες Μ. Καρακατσάνης καί ἡ δίς Ν. Χαριζίου ἐδωσαν ἀμοιβαίαν ὑπόσχεσιν γάμου ἐν Ἀθήναις τήν 23 Δεκεμβρίου. Ἐπίσης ἡ δίς Μαρία Ἀναγνωστοπούλου καί ὁ κ. Γεώργιος Ἐξάρχου ἀντήλλαξαν δακτυλίους ἐν Πειραιεῖ ἐνώπιον συγγενῶν καί φίλων. Ὁ κ. Δημήτριος Παπαδόπουλος καί ἡ δίς Ἑλένη Κωνσταντίνου ἀρραβωνίσθησαν εἰς Θεσσαλονίκην. Συγχαρητήρια τοῖς νέοις καί εὐχαί διά τήν εὐτυχίαν αὐτῶν. Πληροφορίαι εἰς τά γραφεῖα τῆς ἐφημερίδος καθ' ἑκάστην. Ὁ κ. Τόνες Μ. Καρακατσάνης καί ἡ δίς Ν. Χαριζίου ἐδωσαν ἀμοιβαίαν ὑπόσχεσιν γάμου ἐν Ἀθήναις τήν 23 Δεκεμβρίου. Ἐπίσης ἡ δίς Μαρία Ἀναγνωστοπούλου καί ὁ κ. Γεώργιος Ἐξάρχου ἀντήλλαξαν δακτυλίους ἐν Πειραιεῖ ἐνώπιον συγγενῶν καί φίλων. Ὁ κ. Δημήτριος Παπαδόπουλος καί ἡ δίς Ἑλένη Κωνσταντίνου ἀρραβωνίσθησαν εἰς Θεσσαλονίκην. Συγχαρητήρια τοῖς νέοις καί εὐχαί διά τήν εὐτυχίαν αὐτῶν. Πληροφορίαι εἰς τά γραφεῖα τῆς ἐφημερίδος καθ' ἑκάστην.	[12, 1947, 110, 2067]
column-briefs	[541, 9, 654, 1643]
rule	[544, 965, 651, 966]
body-text: Ὁ κ. Τόνες Μ. Καρακατσάνης καί ἡ δίς Ν. Χαριζίου ἐδωσαν ἀμοιβαίαν ὑπόσχεσιν γάμου ἐν Ἀθήναις τήν 23 Δεκεμβρίου. Ἐπίσης ἡ δίς Μαρία Ἀναγνωστοπούλου καί ὁ κ. Γεώργιος Ἐξάρχου ἀντήλλαξαν δακτυλίους ἐν Πειραιεῖ ἐνώπιον συγγενῶν καί φίλων. Ὁ κ. Δημήτριος Παπαδόπουλος καί ἡ δίς Ἑλένη Κωνσταντίνου ἀρραβωνίσθησαν εἰς Θεσσαλονίκην. Συγχαρητήρια τοῖς νέοις καί εὐχαί διά τήν εὐτυχίαν αὐτῶν. Πληροφορίαι εἰς τά γραφεῖα τῆς ἐφημερίδος καθ' ἑκάστην. Ὁ κ. Τόνες Μ. Καρακατσάνης καί ἡ δίς Ν. Χαριζίου ἐδωσαν ἀμοιβαίαν ὑπόσχεσιν γάμου ἐν Ἀθήναις τήν 23 Δεκεμβρίου. Ἐπίσης ἡ δίς Μαρία Ἀναγνωστοπούλου καί ὁ κ. Γεώργιος Ἐξάρχου ἀντήλλαξαν δακτυλίους ἐν Πειραιεῖ ἐνώπιον συγγενῶν καί φίλων. Ὁ κ. Δημήτριος Παπαδόπουλος καί ἡ δίς Ἑλένη Κωνσταντίνου ἀρραβωνίσθησαν εἰς Θεσσαλονίκην. Συγχαρητήρια τοῖς νέοις καί εὐχαί διά τήν εὐτυχίαν αὐτῶν. Πληροφορίαι εἰς τά γραφεῖα τῆς ἐφημερίδος καθ' ἑκάστην.	[232, 152, 324, 283]
body-text: Ὁ κ. Τόνες Μ. Καρακατσάνης καί ἡ δίς Ν. Χαριζίου ἐδωσαν ἀμοιβαίαν ὑπόσχεσιν γάμου ἐν Ἀθήναις τήν 23 Δεκεμβρίου. Ἐπίσης ἡ δίς Μαρία Ἀναγνωστοπούλου καί ὁ κ. Γεώργιος Ἐξάρχου ἀντήλλαξαν δακτυλίους ἐν Πειραιεῖ ἐνώπιον συγγενῶν καί φίλων. Ὁ κ. Δημήτριος Παπαδόπουλος καί ἡ δίς Ἑλένη Κωνσταντίνου ἀρραβωνίσθησαν εἰς Θεσσαλονίκην. Συγχαρητήρια τοῖς νέοις καί εὐχαί διά τήν εὐτυχίαν αὐτῶν. Πληροφορίαι εἰς τά γραφεῖα τῆς ἐφημερίδος καθ' ἑκάστην. Ὁ κ. Τόνες Μ. Καρακατσάνης καί ἡ δίς Ν. Χαριζίου ἐδωσαν ἀμοιβαίαν ὑπόσχεσιν γάμου ἐν Ἀθήναις τήν 23 Δεκεμβρίου. Ἐπίσης ἡ δίς Μαρία Ἀναγνωστοπούλου καί ὁ κ. Γεώργιος Ἐξάρχου ἀντήλλαξαν δακτυλίους ἐν Πειραιεῖ ἐνώπιον συγγενῶν καί φίλων. Ὁ κ. Δημήτριος Παπαδόπουλος καί ἡ δίς Ἑλένη Κωνσταντίνου ἀρραβωνίσθησαν εἰς Θεσσαλονίκην. Συγχαρητήρια τοῖς νέοις καί εὐχαί διά τήν εὐτυχίαν αὐτῶν. Πληροφορίαι εἰς τά γραφεῖα τῆς ἐφημερίδος καθ' ἑκάστην.	[437, 103, 533, 234]
headline-telecom: ΑΝΕΚΟΙΝΩΘΗ ΤΟ ΠΡΟΓΡΑΜΜΑ ΕΠΕΚΤΑΣΕΩΣ ΤΩΝ ΔΙΚΤΥΩΝ ΤΗΛΕΠΙΚΟΙΝΩΝΙΩΝ ΤΗΣ ΧΩΡΑΣ	[333, 693, 532, 710]
body-text: Ὁ κ. Τόνες Μ. Καρακατσάνης καί ἡ δίς Ν. Χαριζίου ἐδωσαν ἀμοιβαίαν ὑπόσχεσιν γάμου ἐν Ἀθήναις τήν 23 Δεκεμβρίου. Ἐπίσης ἡ δίς Μαρία Ἀναγνωστοπούλου καί ὁ κ. Γεώργιος Ἐξάρχου ἀντήλλαξαν δακτυλίους ἐν Πειραιεῖ ἐνώπιον συγγενῶν καί φίλων. Ὁ κ. Δημήτριος Παπαδόπουλος καί ἡ δίς Ἑλένη Κωνσταντίνου ἀρραβωνίσθησαν εἰς Θεσσαλονίκην. Συγχαρητήρια τοῖς νέοις καί εὐχαί διά τήν εὐτυχίαν αὐτῶν. Πληροφορίαι εἰς τά γραφεῖα τῆς ἐφημερίδος καθ' ἑκάστην. Ὁ κ. Τόνες Μ. Καρακατσάνης καί ἡ δίς Ν. Χαριζίου ἐδωσαν ἀμοιβαίαν ὑπόσχεσιν γάμου ἐν Ἀθήναις τήν 23 Δεκεμβρίου. Ἐπίσης ἡ δίς Μαρία Ἀναγνωστοπούλου καί ὁ κ. Γεώργιος Ἐξάρχου ἀντήλλαξαν δακτυλίους ἐν Πειραιεῖ ἐνώπιον συγγενῶν καί φίλων. Ὁ κ. Δημήτριος Παπαδόπουλος καί ἡ δίς Ἑλένη Κωνσταντίνου ἀρραβωνίσθησαν εἰς Θεσσαλονίκην. Συγχαρητήρια τοῖς νέοις καί εὐχαί διά τήν εὐτυχίαν αὐτῶν. Πληροφορίαι εἰς τά γραφεῖα τῆς ἐφημερίδος καθ' ἑκάστην.	[662, 716, 733, 896]
body-text: Ὁ κ. Τόνες Μ. Καρακατσάνης καί ἡ δίς Ν. Χαριζίου ἐδωσαν ἀμοιβαίαν ὑπόσχεσιν γάμου ἐν Ἀθήναις τήν 23 Δεκεμβρίου. Ἐπίσης ἡ δίς Μαρία Ἀναγνωστοπούλου καί ὁ κ. Γεώργιος Ἐξάρχου ἀντήλλαξαν δακτυλίους ἐν Πειραιεῖ ἐνώπιον συγγενῶν καί φίλων. Ὁ κ. Δημήτριος Παπαδόπουλος καί ἡ δίς Ἑλένη Κωνσταντίνου ἀρραβωνίσθησαν εἰς Θεσσαλονίκην. Συγχαρητήρια τοῖς νέοις καί εὐχαί διά τήν εὐτυχίαν αὐτῶν. Πληροφορίαι εἰς τά γραφεῖα τῆς ἐφημερίδος καθ' ἑκάστην. Ὁ κ. Τόνες Μ. Καρακατσάνης καί ἡ δίς Ν. Χαριζίου ἐδωσαν ἀμοιβαίαν ὑπόσχεσιν γάμου ἐν Ἀθήναις τήν 23 Δεκεμβρίου. Ἐπίσης ἡ δίς Μαρία Ἀναγνωστοπούλου καί ὁ κ. Γεώργιος Ἐξάρχου ἀντήλλαξαν δακτυλίους ἐν Πειραιεῖ ἐνώπιον συγγενῶν καί φίλων. Ὁ κ. Δημήτριος Παπαδόπουλος καί ἡ δίς Ἑλένη Κωνσταντίνου ἀρραβωνίσθησαν εἰς Θεσσαλονίκην. Συγχαρητήρια τοῖς νέοις καί εὐχαί διά τήν εὐτυχίαν αὐτῶν. Πληροφορίαι εἰς τά γραφεῖα τῆς ἐφημερίδος καθ' ἑκάστην.	[12, 162, 110, 282]
body-text: Ὁ κ. Τόνες Μ. Καρακατσάνης καί ἡ δίς Ν. Χαριζίου ἐδωσαν ἀμοιβαίαν ὑπόσχεσιν γάμου ἐν Ἀθήναις τήν 23 Δεκεμβρίου. Ἐπίσης ἡ δίς Μαρία Ἀναγνωστοπούλου καί ὁ κ. Γεώργιος Ἐξάρχου ἀντήλλαξαν δακτυλίους ἐν Πειραιεῖ ἐνώπιον συγγενῶν καί φίλων. Ὁ κ. Δημήτριος Παπαδόπουλος καί ἡ δίς Ἑλένη Κωνσταντίνου ἀρραβωνίσθησαν εἰς Θεσσαλονίκην. Συγχαρητήρια τοῖς νέοις καί εὐχαί διά τήν εὐτυχίαν αὐτῶν. Πληροφορίαι εἰς τά γραφεῖα τῆς ἐφημερίδος καθ' ἑκάστην. Ὁ κ. Τόνες Μ. Καρακατσάνης καί ἡ δίς Ν. Χαριζίου ἐδωσαν ἀμοιβαίαν ὑπόσχεσιν γάμου ἐν Ἀθήναις τήν 23 Δεκεμβρίου. Ἐπίσης ἡ δίς Μαρία Ἀναγνωστοπούλου καί ὁ κ. Γεώργιος Ἐξάρχου ἀντήλλαξαν δακτυλίους ἐν Πειραιεῖ ἐνώπιον συγγενῶν καί φίλων. Ὁ κ. Δημήτριος Παπαδόπουλος καί ἡ δίς Ἑλένη Κωνσταντίνου ἀρραβωνίσθησαν εἰς Θεσσαλονίκην. Συγχαρητήρια τοῖς νέοις καί εὐχαί διά τήν εὐτυχίαν αὐτῶν. Πληροφορίαι εἰς τά γραφεῖα τῆς ἐφημερίδος καθ' ἑκάστην.	[437, 1515, 533, 1646]
rule	[333, 419, 533, 420]
rule	[544, 280, 651, 281]
deck-3: αν προσεπάθει νά ἀνοίξῃ μέ ἕνα καρφί.	[354, 76, 511, 86]
body-text: Ὁ κ. Τόνες Μ. Καρακατσάνης καί ἡ δίς Ν. Χαριζίου ἐδωσαν ἀμοιβαίαν ὑπόσχεσιν γάμου ἐν Ἀθήναις τήν 23 Δεκεμβρίου. Ἐπίσης ἡ δίς Μαρία Ἀναγνωστοπούλου καί ὁ κ. Γεώργιος Ἐξάρχου ἀντήλλαξαν δακτυλίους ἐν Πειραιεῖ ἐνώπιον συγγενῶν καί φίλων. Ὁ κ. Δημήτριος Παπαδόπουλος καί ἡ δίς Ἑλένη Κωνσταντίνου ἀρραβωνίσθησαν εἰς Θεσσαλονίκην. Συγχαρητήρια τοῖς νέοις καί εὐχαί διά τήν εὐτυχίαν αὐτῶν. Πληροφορίαι εἰς τά γραφεῖα τῆς ἐφημερίδος καθ' ἑκάστην. Ὁ κ. Τόνες Μ. Καρακατσάνης καί ἡ δίς Ν. Χαριζίου ἐδωσαν ἀμοιβαίαν ὑπόσχεσιν γάμου ἐν Ἀθήναις τήν 23 Δεκεμβρίου. Ἐπίσης ἡ δίς Μαρία Ἀναγνωστοπούλου καί ὁ κ. Γεώργιος Ἐξάρχου ἀντήλλαξαν δακτυλίους ἐν Πειραιεῖ ἐνώπιον συγγενῶν καί φίλων. Ὁ κ. Δημήτριος Παπαδόπουλος καί ἡ δίς Ἑλένη Κωνσταντίνου ἀρραβωνίσθησαν εἰς Θεσσαλονίκην. Συγχαρητήρια τοῖς νέοις καί εὐχαί διά τήν εὐτυχίαν αὐτῶν. Πληροφορίαι εἰς τά γραφεῖα τῆς ἐφημερίδος καθ' ἑκάστην.	[437, 1337, 533, 1468]
rule	[333, 1334, 533, 1335]
two-col-block	[662, 512, 812, 692]
two-col-block	[662, 1547, 812, 1727]
body-text: Ὁ κ. Τόνες Μ. Καρακατσάνης καί ἡ δίς Ν. Χαριζίου ἐδωσαν ἀμοιβαίαν ὑπόσχεσιν γάμου ἐν Ἀθήναις τήν 23 Δεκεμβρίου. Ἐπίσης ἡ δίς Μαρία Ἀναγνωστοπούλου καί ὁ κ. Γεώργιος Ἐξάρχου ἀντήλλαξαν δακτυλίους ἐν Πειραιεῖ ἐνώπιον συγγενῶν καί φίλων. Ὁ κ. Δημήτριος Παπαδόπουλος καί ἡ δίς Ἑλένη Κωνσταντίνου ἀρραβωνίσθησαν εἰς Θεσσαλονίκην. Συγχαρητήρια τοῖς νέοις καί εὐχαί διά τήν εὐτυχίαν αὐτῶν. Πληροφορίαι εἰς τά γραφεῖα τῆς ἐφημερίδος καθ' ἑκάστην. Ὁ κ. Τόνες Μ. Καρακατσάνης καί ἡ δίς Ν. Χαριζίου ἐδωσαν ἀμοιβαίαν ὑπόσχεσιν γάμου ἐν Ἀθήναις τήν 23 Δεκεμβρίου. Ἐπίσης ἡ δίς Μαρία Ἀναγνωστοπούλου καί ὁ κ. Γεώργιος Ἐξάρχου ἀντήλλαξαν δακτυλίους ἐν Πειραιεῖ ἐνώπιον συγγενῶν καί φίλων. Ὁ κ. Δημήτριος Παπαδόπουλος καί ἡ δίς Ἑλένη Κωνσταντίνου ἀρραβωνίσθησαν εἰς Θεσσαλονίκην. Συγχαρητήρια τοῖς νέοις καί εὐχαί διά τήν εὐτυχίαν αὐτῶν. Πληροφορίαι εἰς τά γραφεῖα τῆς ἐφημερίδος καθ' ἑκάστην.	[232, 1535, 324, 1667]
body-text: Ὁ κ. Τόνες Μ. Καρακατσάνης καί ἡ δίς Ν. Χαριζίου ἐδωσαν ἀμοιβαίαν ὑπόσχεσιν γάμου ἐν Ἀθήναις τήν 23 Δεκεμβρίου. Ἐπίσης ἡ δίς Μαρία Ἀναγνωστοπούλου καί ὁ κ. Γεώργιος Ἐξάρχου ἀντήλλαξαν δακτυλίους ἐν Πειραιεῖ ἐνώπιον συγγενῶν καί φίλων. Ὁ κ. Δημήτριος Παπαδόπουλος καί ἡ δίς Ἑλένη Κωνσταντίνου ἀρραβωνίσθησαν εἰς Θεσσαλονίκην. Συγχαρητήρια τοῖς νέοις καί εὐχαί διά τήν εὐτυχίαν αὐτῶν. Πληροφορίαι εἰς τά γραφεῖα τῆς ἐφημερίδος καθ' ἑκάστην. Ὁ κ. Τόνες Μ. Καρακατσάνης καί ἡ δίς Ν. Χαριζίου ἐδωσαν ἀμοιβαίαν ὑπόσχεσιν γάμου ἐν Ἀθήναις τήν 23 Δεκεμβρίου. Ἐπίσης ἡ δίς Μαρία Ἀναγνωστοπούλου καί ὁ κ. Γεώργιος Ἐξάρχου ἀντήλλαξαν δακτυλίους ἐν Πειραιεῖ ἐνώπιον συγγενῶν καί φίλων. Ὁ κ. Δημήτριος Παπαδόπουλος καί ἡ δίς Ἑλένη Κωνσταντίνου ἀρραβωνίσθησαν εἰς Θεσσαλονίκην. Συγχαρητήρια τοῖς νέοις καί εὐχαί διά τήν εὐτυχίαν αὐτῶν. Πληροφορίαι εἰς τά γραφεῖα τῆς ἐφημερίδος καθ' ἑκάστην.	[232, 418, 324, 550]
headline-dynamite: ΚΑΤΕΚΡΗΜΝΙΣΘΗ ΜΕ ΦΟΡΤΙΟΝ ΔΥΝΑΜΙΤΙΔΟΣ ΕΞ ΥΨΟΥΣ 400 ΜΕΤΡΩΝ	[548, 9, 647, 21]
body-text: Ὁ κ. Τόνες Μ. Καρακατσάνης καί ἡ δίς Ν. Χαριζίου ἐδωσαν ἀμοιβαίαν ὑπόσχεσιν γάμου ἐν Ἀθήναις τήν 23 Δεκεμβρίου. Ἐπίσης ἡ δίς Μαρία Ἀναγνωστοπούλου καί ὁ κ. Γεώργιος Ἐξάρχου ἀντήλλαξαν δακτυλίους ἐν Πειραιεῖ ἐνώπιον συγγενῶν καί φίλων. Ὁ κ. Δημήτριος Παπαδόπουλος καί ἡ δίς Ἑλένη Κωνσταντίνου ἀρραβωνίσθησαν εἰς Θεσσαλονίκην. Συγχαρητήρια τοῖς νέοις καί εὐχαί διά τήν εὐτυχίαν αὐτῶν. Πληροφορίαι εἰς τά γραφεῖα τῆς ἐφημερίδος καθ' ἑκάστην. Ὁ κ. Τόνες Μ. Καρακατσάνης καί ἡ δίς Ν. Χαριζίου ἐδωσαν ἀμοιβαίαν ὑπόσχεσιν γάμου ἐν Ἀθήναις τήν 23 Δεκεμβρίου. Ἐπίσης ἡ δίς Μαρία Ἀναγνωστοπούλου καί ὁ κ. Γεώργιος Ἐξάρχου ἀντήλλαξαν δακτυλίους ἐν Πειραιεῖ ἐνώπιον συγγενῶν καί φίλων. Ὁ κ. Δημήτριος Παπαδόπουλος καί ἡ δίς Ἑλένη Κωνσταντίνου ἀρραβωνίσθησαν εἰς Θεσσαλονίκην. Συγχαρητήρια τοῖς νέοις καί εὐχαί διά τήν εὐτυχίαν αὐτῶν. Πληροφορίαι εἰς τά γραφεῖα τῆς ἐφημερίδος καθ' ἑκάστην.	[662, 512, 733, 692]
body-text: Ὁ κ. Τόνες Μ. Καρακατσάνης καί ἡ δίς Ν. Χαριζίου ἐδωσαν ἀμοιβαίαν ὑπόσχεσιν γάμου ἐν Ἀθήναις τήν 23 Δεκεμβρίου. Ἐπίσης ἡ δίς Μαρία Ἀναγνωστοπούλου καί ὁ κ. Γεώργιος Ἐξάρχου ἀντήλλαξαν δακτυλίους ἐν Πειραιεῖ ἐνώπιον συγγενῶν καί φίλων. Ὁ κ. Δημήτριος Παπαδόπουλος καί ἡ δίς Ἑλένη Κωνσταντίνου ἀρραβωνίσθησαν εἰς Θεσσαλονίκην. Συγχαρητήρια τοῖς νέοις καί εὐχαί διά τήν εὐτυχίαν αὐτῶν. Πληροφορίαι εἰς τά γραφεῖα τῆς ἐφημερίδος καθ' ἑκάστην. Ὁ κ. Τόνες Μ. Καρακατσάνης καί ἡ δίς Ν. Χαριζίου ἐδωσαν ἀμοιβαίαν ὑπόσχεσιν γάμου ἐν Ἀθήναις τήν 23 Δεκεμβρίου. Ἐπίσης ἡ δίς Μαρία Ἀναγνωστοπούλου καί ὁ κ. Γεώργιος Ἐξάρχου ἀντήλλαξαν δακτυλίους ἐν Πειραιεῖ ἐνώπιον συγγενῶν καί φίλων. Ὁ κ. Δημήτριος Παπαδόπουλος καί ἡ δίς Ἑλένη Κωνσταντίνου ἀρραβωνίσθησαν εἰς Θεσσαλονίκην. Συγχαρητήρια τοῖς νέοις καί εὐχαί διά τήν εὐτυχίαν αὐτῶν. Πληροφορίαι εἰς τά γραφεῖα τῆς ἐφημερίδος καθ' ἑκάστην.	[544, 1254, 651, 1375]
headline-students: ΑΝΑΣΤΕΛΛΕΤΑΙ ΕΠΙ ΕΝ ΤΡΙΜΗΝΟΝ ΕΙΣΕΤΙ Η ΚΑΤΑΤΑΞΙΣ ΤΩΝ ΦΟΙΤΗΤΩΝ ΙΑΤΡΙΚΗΣ ΗΜΕΔΑΠΗΣ ΚΑΙ ΑΛΛΟΔΑΠΗΣ ΤΗΣ 49ΗΣ ΕΣΣΟ	[338, 997, 527, 1010]
